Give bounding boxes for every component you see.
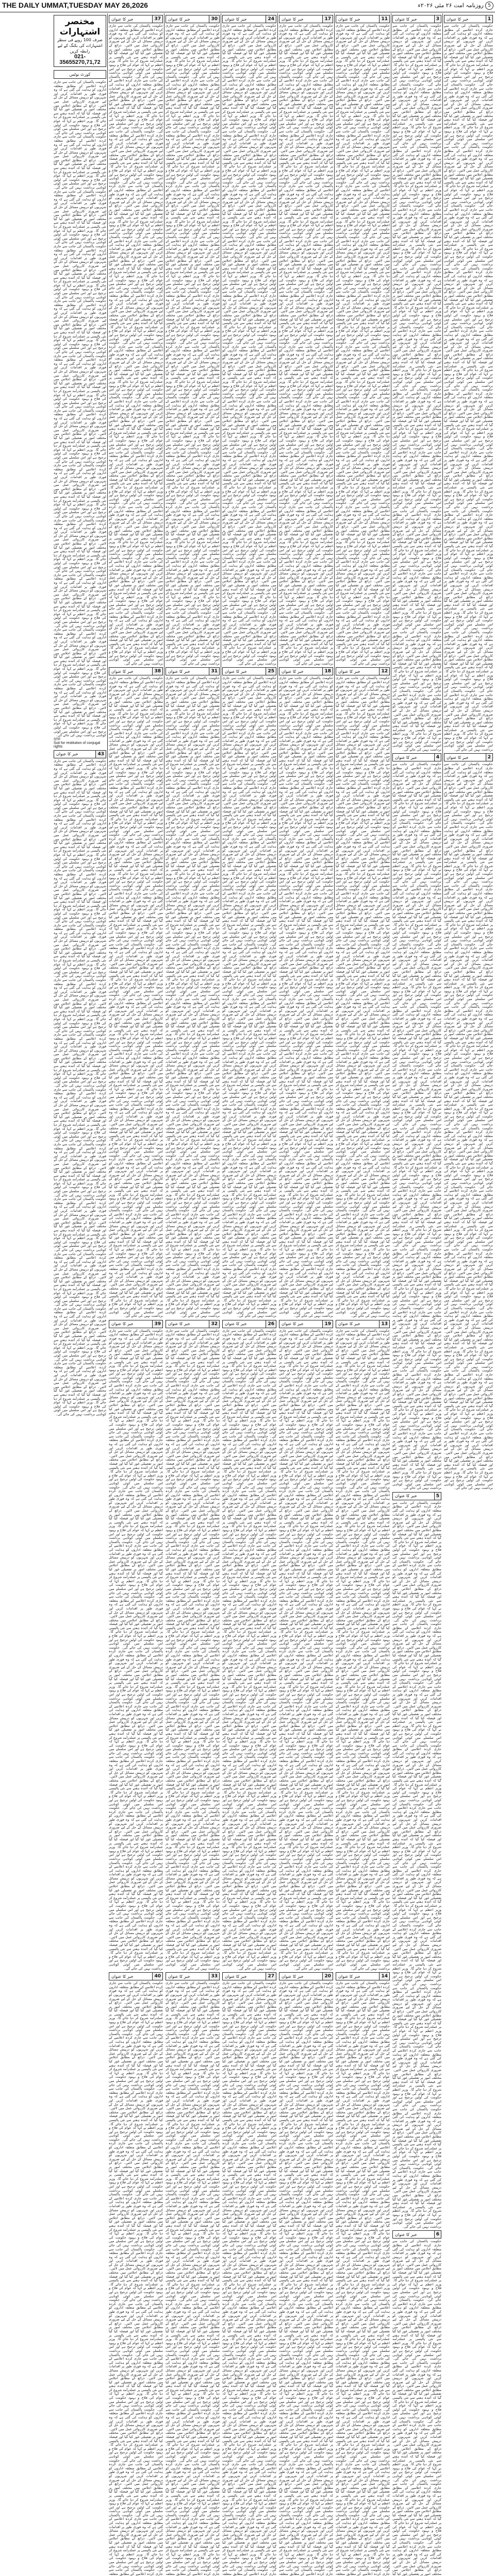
section-header — [109, 667, 163, 675]
ads-rate: صرف 100 روپے فی سطر — [57, 38, 103, 42]
news-column-4 — [277, 13, 334, 2576]
section-header — [222, 667, 276, 675]
article-text: حکومت پاکستان کی جانب سے جاری کردہ اعلامیے کے مطابق متعلقہ اداروں کو ہدایت کی گئی ہے کہ وہ فوری طور پر اقدامات کریں اور شہریوں کو درپیش مسائل کے حل کے لیے ضروری کارروائی عمل میں لائیں۔ ذرائع کے مطابق اجلاس میں مختلف امور پر تفصیلی غور کیا گیا اور فیصلہ کیا گیا کہ آئندہ ہفتے سے نئی پالیسی پر عملدرآمد شروع کر دیا جائے گا۔ وزیر اعظم نے کہا کہ عوام کی فلاح و بہبود حکومت کی اولین ترجیح ہے اور اس سلسلے میں کوئی کوتاہی برداشت نہیں کی جائے گی۔ حکومت پاکستان کی جانب سے جاری کردہ اعلامیے کے مطابق متعلقہ اداروں کو ہدایت کی گئی ہے کہ وہ فوری طور پر اقدامات کریں اور شہریوں کو درپیش مسائل کے حل کے لیے ضروری کارروائی عمل میں لائیں۔ ذرائع کے مطابق اجلاس میں مختلف امور پر تفصیلی غور کیا گیا اور فیصلہ کیا گیا کہ آئندہ ہفتے سے نئی پالیسی پر عملدرآمد شروع کر دیا جائے گا۔ وزیر اعظم نے کہا کہ عوام کی فلاح و بہبود حکومت کی اولین ترجیح ہے اور اس سلسلے میں کوئی کوتاہی برداشت نہیں کی جائے گی۔ حکومت پاکستان کی جانب سے جاری کردہ اعلامیے کے مطابق متعلقہ اداروں کو ہدایت کی گئی ہے کہ وہ فوری طور پر اقدامات کریں اور شہریوں کو درپیش مسائل کے حل کے لیے ضروری کارروائی عمل میں لائیں۔ ذرائع کے مطابق اجلاس میں مختلف امور پر تفصیلی غور کیا گیا اور فیصلہ کیا گیا کہ آئندہ ہفتے سے نئی پالیسی پر عملدرآمد شروع کر دیا جائے گا۔ وزیر اعظم نے کہا کہ عوام کی فلاح و بہبود حکومت کی اولین ترجیح ہے اور اس سلسلے میں کوئی کوتاہی برداشت نہیں کی جائے گی۔ حکومت پاکستان کی جانب سے جاری کردہ اعلامیے کے مطابق متعلقہ اداروں کو ہدایت کی گئی ہے کہ وہ فوری طور پر اقدامات کریں اور شہریوں کو درپیش مسائل کے حل کے لیے ضروری کارروائی عمل میں لائیں۔ ذرائع کے مطابق اجلاس میں مختلف امور پر تفصیلی غور کیا گیا اور فیصلہ کیا گیا کہ آئندہ ہفتے سے نئی پالیسی پر عملدرآمد شروع کر دیا جائے گا۔ وزیر اعظم نے کہا کہ عوام کی فلاح و بہبود حکومت کی اولین ترجیح ہے اور اس سلسلے میں کوئی کوتاہی برداشت نہیں کی جائے گی۔ حکومت پاکستان کی جانب سے جاری کردہ اعلامیے کے مطابق متعلقہ اداروں کو ہدایت کی گئی ہے کہ وہ فوری طور پر اقدامات کریں اور شہریوں کو درپیش مسائل کے حل کے لیے ضروری کارروائی عمل میں لائیں۔ ذرائع کے مطابق اجلاس میں مختلف امور پر تفصیلی غور کیا گیا اور فیصلہ کیا گیا کہ آئندہ ہفتے سے نئی پالیسی پر عملدرآمد شروع کر دیا جائے گا۔ وزیر اعظم نے کہا کہ عوام کی فلاح و بہبود حکومت کی اولین ترجیح ہے اور اس سلسلے میں کوئی کوتاہی برداشت نہیں کی جائے گی۔ حکومت پاکستان کی جانب سے جاری کردہ اعلامیے کے مطابق متعلقہ اداروں کو ہدایت کی گئی ہے کہ وہ فوری طور پر اقدامات کریں اور شہریوں کو درپیش مسائل کے حل کے لیے ضروری کارروائی عمل میں لائیں۔ ذرائع کے مطابق اجلاس میں مختلف امور پر تفصیلی غور کیا گیا اور فیصلہ کیا گیا کہ آئندہ ہفتے سے نئی پالیسی پر عملدرآمد شروع کر دیا جائے گا۔ وزیر اعظم نے کہا کہ عوام کی فلاح و بہبود حکومت کی اولین ترجیح ہے اور اس سلسلے میں کوئی کوتاہی برداشت نہیں کی جائے گی۔ حکومت پاکستان کی جانب سے جاری کردہ اعلامیے کے مطابق متعلقہ اداروں کو ہدایت کی گئی ہے کہ وہ فوری طور پر اقدامات کریں اور شہریوں کو درپیش مسائل کے حل کے لیے ضروری کارروائی عمل میں لائیں۔ ذرائع کے مطابق اجلاس میں مختلف امور پر تفصیلی غور کیا گیا اور فیصلہ کیا گیا کہ آئندہ ہفتے سے نئی پالیسی پر عملدرآمد شروع کر دیا جائے گا۔ وزیر اعظم نے کہا کہ عوام کی فلاح و بہبود حکومت کی اولین ترجیح ہے اور اس سلسلے میں کوئی کوتاہی برداشت نہیں کی جائے گی۔ حکومت پاکستان کی جانب سے جاری کردہ اعلامیے کے مطابق متعلقہ اداروں کو ہدایت کی گئی ہے کہ وہ فوری طور پر اقدامات کریں اور شہریوں کو درپیش مسائل کے حل کے لیے ضروری کارروائی عمل میں لائیں۔ ذرائع کے مطابق اجلاس میں مختلف امور پر تفصیلی غور کیا گیا اور فیصلہ کیا گیا کہ آئندہ ہفتے سے نئی پالیسی پر عملدرآمد شروع کر دیا جائے گا۔ وزیر اعظم نے کہا کہ عوام کی فلاح و بہبود حکومت کی اولین ترجیح ہے اور اس سلسلے میں کوئی کوتاہی برداشت نہیں کی جائے گی۔ حکومت پاکستان کی جانب سے جاری کردہ اعلامیے کے مطابق متعلقہ اداروں کو ہدایت کی گئی ہے کہ وہ فوری طور پر اقدامات کریں اور شہریوں کو درپیش مسائل کے حل کے لیے ضروری کارروائی عمل میں لائیں۔ ذرائع کے مطابق اجلاس میں مختلف امور پر تفصیلی غور کیا گیا اور فیصلہ کیا گیا کہ آئندہ ہفتے سے نئی پالیسی پر عملدرآمد شروع کر دیا جائے گا۔ وزیر اعظم نے کہا کہ عوام کی فلاح و بہبود حکومت کی اولین ترجیح ہے اور اس سلسلے میں کوئی کوتاہی برداشت نہیں کی جائے گی۔ حکومت پاکستان کی جانب سے جاری کردہ اعلامیے کے مطابق متعلقہ اداروں کو ہدایت کی گئی ہے کہ وہ فوری طور پر اقدامات کریں اور شہریوں کو درپیش مسائل کے حل کے لیے ضروری کارروائی عمل میں لائیں۔ ذرائع کے مطابق اجلاس میں مختلف امور پر تفصیلی غور کیا گیا اور فیصلہ کیا گیا کہ آئندہ ہفتے سے نئی پالیسی پر عملدرآمد شروع کر دیا جائے گا۔ وزیر اعظم نے کہا کہ عوام کی فلاح و بہبود حکومت کی اولین ترجیح ہے اور اس سلسلے میں کوئی کوتاہی برداشت نہیں کی جائے گی۔ حکومت پاکستان کی جانب سے جاری کردہ اعلامیے کے مطابق متعلقہ اداروں کو ہدایت کی گئی ہے کہ وہ فوری طور پر اقدامات کریں اور شہریوں کو درپیش مسائل کے حل کے لیے ضروری کارروائی عمل میں لائیں۔ ذرائع کے مطابق اجلاس میں مختلف امور پر تفصیلی غور کیا گیا اور فیصلہ کیا گیا کہ آئندہ ہفتے سے نئی پالیسی پر عملدرآمد شروع کر دیا جائے گا۔ وزیر اعظم نے کہا کہ عوام کی فلاح و بہبود حکومت کی اولین ترجیح ہے اور اس سلسلے میں کوئی کوتاہی برداشت نہیں کی جائے گی۔ حکومت پاکستان کی جانب سے جاری کردہ اعلامیے کے مطابق متعلقہ — [109, 1981, 163, 2576]
news-column-5 — [221, 13, 277, 2576]
section-header — [166, 1320, 220, 1328]
news-column-7 — [107, 13, 164, 2576]
classified-ads-box — [54, 15, 106, 67]
section-title: خبر کا عنوان — [56, 752, 78, 757]
section-title: خبر کا عنوان — [168, 1321, 190, 1327]
section-title: خبر کا عنوان — [225, 16, 247, 22]
section-title: خبر کا عنوان — [282, 1974, 304, 1979]
section-header — [392, 1492, 441, 1500]
section-title: خبر کا عنوان — [395, 2232, 417, 2237]
section-number: 14 — [379, 1973, 389, 1980]
news-column-1 — [442, 13, 494, 1490]
section-header — [392, 753, 441, 761]
section-header — [166, 667, 220, 675]
ad-text: حکومت پاکستان کی جانب سے جاری کردہ اعلامیے کے مطابق متعلقہ اداروں کو ہدایت کی گئی ہے کہ وہ فوری طور پر اقدامات کریں اور شہریوں کو درپیش مسائل کے حل کے لیے ضروری کارروائی عمل میں لائیں۔ ذرائع کے مطابق اجلاس میں مختلف امور پر تفصیلی غور کیا گیا اور فیصلہ کیا گیا کہ آئندہ ہفتے سے نئی پالیسی پر عملدرآمد شروع کر دیا جائے گا۔ وزیر اعظم نے کہا کہ عوام کی فلاح و بہبود حکومت کی اولین ترجیح ہے اور اس سلسلے میں کوئی کوتاہی برداشت نہیں کی جائے گی۔ حکومت پاکستان کی جانب سے جاری کردہ اعلامیے کے مطابق متعلقہ اداروں کو ہدایت کی گئی ہے کہ وہ فوری طور پر اقدامات کریں اور شہریوں کو درپیش مسائل کے حل کے لیے ضروری کارروائی عمل میں لائیں۔ ذرائع کے مطابق اجلاس میں مختلف امور پر تفصیلی غور کیا گیا اور فیصلہ کیا گیا کہ آئندہ ہفتے سے نئی پالیسی پر عملدرآمد شروع کر دیا جائے گا۔ وزیر اعظم نے کہا کہ عوام کی فلاح و بہبود حکومت کی اولین ترجیح ہے اور اس سلسلے میں کوئی کوتاہی برداشت نہیں کی جائے گی۔ حکومت پاکستان کی جانب سے جاری کردہ اعلامیے کے مطابق متعلقہ اداروں کو ہدایت کی گئی ہے کہ وہ فوری طور پر اقدامات کریں اور شہریوں کو درپیش مسائل کے حل کے لیے ضروری کارروائی عمل میں لائیں۔ ذرائع کے مطابق اجلاس میں مختلف امور پر تفصیلی غور کیا گیا اور فیصلہ کیا گیا کہ آئندہ ہفتے سے نئی پالیسی پر عملدرآمد شروع کر دیا جائے گا۔ وزیر اعظم نے کہا کہ عوام کی فلاح و بہبود حکومت کی اولین ترجیح ہے اور اس سلسلے میں کوئی کوتاہی برداشت نہیں کی جائے گی۔ حکومت پاکستان کی جانب سے جاری کردہ اعلامیے کے مطابق متعلقہ اداروں کو ہدایت کی گئی ہے کہ وہ فوری طور پر اقدامات کریں اور شہریوں کو درپیش مسائل کے حل کے لیے ضروری کارروائی عمل میں لائیں۔ ذرائع کے مطابق اجلاس میں مختلف امور پر تفصیلی غور کیا گیا اور فیصلہ کیا گیا کہ آئندہ ہفتے سے نئی پالیسی پر عملدرآمد شروع کر دیا جائے گا۔ وزیر اعظم نے کہا کہ عوام کی فلاح و بہبود حکومت کی اولین ترجیح ہے اور اس سلسلے میں کوئی کوتاہی برداشت نہیں کی جائے گی۔ حکومت پاکستان کی جانب سے جاری کردہ اعلامیے کے مطابق متعلقہ اداروں کو ہدایت کی گئی ہے کہ وہ فوری طور پر اقدامات کریں اور شہریوں کو درپیش مسائل کے حل کے لیے ضروری کارروائی عمل میں لائیں۔ ذرائع کے مطابق اجلاس میں مختلف امور پر تفصیلی غور کیا گیا اور فیصلہ کیا گیا کہ آئندہ ہفتے سے نئی پالیسی پر عملدرآمد شروع کر دیا جائے گا۔ وزیر اعظم نے کہا کہ عوام کی فلاح و بہبود حکومت کی اولین ترجیح ہے اور اس سلسلے میں کوئی کوتاہی برداشت نہیں کی جائے گی۔ حکومت پاکستان کی جانب سے جاری کردہ اعلامیے کے مطابق متعلقہ اداروں کو ہدایت کی گئی ہے کہ وہ فوری طور پر اقدامات کریں اور شہریوں کو درپیش مسائل کے حل کے لیے ضروری کارروائی عمل میں لائیں۔ ذرائع کے مطابق اجلاس میں مختلف امور پر تفصیلی غور کیا گیا اور فیصلہ کیا گیا کہ آئندہ ہفتے سے نئی پالیسی پر عملدرآمد شروع کر دیا جائے گا۔ وزیر اعظم نے کہا کہ عوام کی فلاح و بہبود حکومت کی اولین ترجیح ہے اور اس سلسلے میں کوئی کوتاہی برداشت نہیں کی جائے گی۔ حکومت پاکستان کی جانب سے جاری کردہ اعلامیے کے مطابق متعلقہ اداروں کو ہدایت کی گئی ہے کہ وہ فوری طور پر اقدامات کریں اور شہریوں کو درپیش مسائل کے حل کے لیے ضروری کارروائی عمل میں لائیں۔ ذرائع کے مطابق اجلاس میں مختلف امور پر تفصیلی غور کیا گیا اور فیصلہ کیا گیا کہ آئندہ ہفتے سے نئی پالیسی پر عملدرآمد شروع کر دیا جائے گا۔ وزیر اعظم نے کہا کہ عوام کی فلاح و بہبود حکومت کی اولین ترجیح ہے اور اس سلسلے میں کوئی کوتاہی برداشت نہیں کی جائے گی۔ حکومت پاکستان کی جانب سے جاری کردہ اعلامیے کے مطابق متعلقہ اداروں کو ہدایت کی گئی ہے کہ وہ فوری طور پر اقدامات کریں اور شہریوں کو درپیش مسائل کے حل کے لیے ضروری کارروائی عمل میں لائیں۔ ذرائع کے مطابق اجلاس میں مختلف امور پر تفصیلی غور کیا گیا اور فیصلہ کیا گیا کہ آئندہ ہفتے سے نئی پالیسی پر عملدرآمد شروع کر دیا جائے گا۔ وزیر اعظم نے کہا کہ عوام کی فلاح و بہبود حکومت کی اولین ترجیح ہے اور اس سلسلے میں کوئی کوتاہی برداشت نہیں کی جائے گی۔ حکومت پاکستان کی جانب سے جاری کردہ اعلامیے کے مطابق متعلقہ اداروں کو ہدایت کی گئی ہے کہ وہ فوری طور پر اقدامات کریں اور شہریوں کو درپیش مسائل کے حل کے لیے ضروری کارروائی عمل میں لائیں۔ ذرائع کے مطابق اجلاس میں مختلف امور پر تفصیلی غور کیا گیا اور فیصلہ کیا گیا کہ آئندہ ہفتے سے نئی پالیسی پر عملدرآمد شروع کر دیا جائے گا۔ وزیر اعظم نے کہا کہ عوام کی فلاح و بہبود حکومت کی اولین ترجیح ہے اور اس سلسلے میں کوئی کوتاہی برداشت نہیں کی جائے گی۔ حکومت پاکستان کی جانب سے جاری کردہ اعلامیے کے مطابق متعلقہ اداروں کو ہدایت کی گئی ہے کہ وہ فوری طور پر اقدامات کریں اور شہریوں کو درپیش مسائل کے حل کے لیے ضروری کارروائی عمل میں لائیں۔ ذرائع کے مطابق اجلاس میں مختلف امور پر تفصیلی غور کیا گیا اور فیصلہ کیا گیا کہ آئندہ ہفتے سے نئی پالیسی پر عملدرآمد شروع کر دیا جائے گا۔ وزیر اعظم نے کہا کہ عوام کی فلاح و بہبود حکومت کی اولین ترجیح ہے اور اس سلسلے میں کوئی کوتاہی برداشت نہیں کی جائے گی۔ حکومت پاکستان کی جانب سے جاری کردہ اعلامیے کے مطابق متعلقہ اداروں کو ہدایت کی گئی ہے کہ وہ فوری طور پر اقدامات کریں اور شہریوں کو درپیش مسائل کے حل کے لیے ضروری کارروائی عمل میں لائیں۔ ذرائع کے مطابق اجلاس میں مختلف امور پر تفصیلی غور کیا گیا اور فیصلہ کیا گیا کہ آئندہ ہفتے سے نئی پالیسی پر عملدرآمد شروع کر دیا جائے گا۔ وزیر اعظم نے کہا کہ عوام کی فلاح و بہبود حکومت کی اولین ترجیح ہے اور اس سلسلے میں کوئی کوتاہی برداشت نہیں کی جائے گی۔ حکومت پاکستان کی جانب سے جاری کردہ اعلامیے کے مطابق متعلقہ اداروں کو ہدایت کی گئی ہے کہ وہ فوری طور پر اقدامات کریں اور شہریوں کو درپیش مسائل کے حل کے لیے ضروری کارروائی عمل میں لائیں۔ ذرائع کے مطابق اجلاس میں مختلف امور پر تفصیلی غور کیا گیا اور فیصلہ کیا گیا کہ آئندہ ہفتے سے نئی پالیسی پر عملدرآمد شروع کر دیا جائے گا۔ وزیر اعظم نے کہا کہ عوام کی فلاح و بہبود حکومت کی اولین ترجیح ہے اور اس سلسلے میں کوئی کوتاہی برداشت نہیں کی جائے گی۔ — [54, 80, 106, 738]
article-text: حکومت پاکستان کی جانب سے جاری کردہ اعلامیے کے مطابق متعلقہ اداروں کو ہدایت کی گئی ہے کہ وہ فوری طور پر اقدامات کریں اور شہریوں کو درپیش مسائل کے حل کے لیے ضروری کارروائی عمل میں لائیں۔ ذرائع کے مطابق اجلاس میں مختلف امور پر تفصیلی غور کیا گیا اور فیصلہ کیا گیا کہ آئندہ ہفتے سے نئی پالیسی پر عملدرآمد شروع کر دیا جائے گا۔ وزیر اعظم نے کہا کہ عوام کی فلاح و بہبود حکومت کی اولین ترجیح ہے اور اس سلسلے میں کوئی کوتاہی برداشت نہیں کی جائے گی۔ حکومت پاکستان کی جانب سے جاری کردہ اعلامیے کے مطابق متعلقہ اداروں کو ہدایت کی گئی ہے کہ وہ فوری طور پر اقدامات کریں اور شہریوں کو درپیش مسائل کے حل کے لیے ضروری کارروائی عمل میں لائیں۔ ذرائع کے مطابق اجلاس میں مختلف امور پر تفصیلی غور کیا گیا اور فیصلہ کیا گیا کہ آئندہ ہفتے سے نئی پالیسی پر عملدرآمد شروع کر دیا جائے گا۔ وزیر اعظم نے کہا کہ عوام کی فلاح و بہبود حکومت کی اولین ترجیح ہے اور اس سلسلے میں کوئی کوتاہی برداشت نہیں کی جائے گی۔ حکومت پاکستان کی جانب سے جاری کردہ اعلامیے کے مطابق متعلقہ اداروں کو ہدایت کی گئی ہے کہ وہ فوری طور پر اقدامات کریں اور شہریوں کو درپیش مسائل کے حل کے لیے ضروری کارروائی عمل میں لائیں۔ ذرائع کے مطابق اجلاس میں مختلف امور پر تفصیلی غور کیا گیا اور فیصلہ کیا گیا کہ آئندہ ہفتے سے نئی پالیسی پر عملدرآمد شروع کر دیا جائے گا۔ وزیر اعظم نے کہا کہ عوام کی فلاح و بہبود حکومت کی اولین ترجیح ہے اور اس سلسلے میں کوئی کوتاہی برداشت نہیں کی جائے گی۔ حکومت پاکستان کی جانب سے جاری کردہ اعلامیے کے مطابق متعلقہ اداروں کو ہدایت کی گئی ہے کہ وہ فوری طور پر اقدامات کریں اور شہریوں کو درپیش مسائل کے حل کے لیے ضروری کارروائی عمل میں لائیں۔ ذرائع کے مطابق اجلاس میں مختلف امور پر تفصیلی غور کیا گیا اور فیصلہ کیا گیا کہ آئندہ ہفتے سے نئی پالیسی پر عملدرآمد شروع کر دیا جائے گا۔ وزیر اعظم نے کہا کہ عوام کی فلاح و بہبود حکومت کی اولین ترجیح ہے اور اس سلسلے میں کوئی کوتاہی برداشت نہیں کی جائے گی۔ حکومت پاکستان کی جانب سے جاری کردہ اعلامیے کے مطابق متعلقہ اداروں کو ہدایت کی گئی ہے کہ وہ فوری طور پر اقدامات کریں اور شہریوں کو درپیش مسائل کے حل کے لیے ضروری کارروائی عمل میں لائیں۔ ذرائع کے مطابق اجلاس میں مختلف امور پر تفصیلی غور کیا گیا اور فیصلہ کیا گیا کہ آئندہ ہفتے سے نئی پالیسی پر عملدرآمد شروع کر دیا جائے گا۔ وزیر اعظم نے کہا کہ عوام کی فلاح و بہبود حکومت کی اولین ترجیح ہے اور اس سلسلے میں کوئی کوتاہی برداشت نہیں کی جائے گی۔ حکومت پاکستان کی جانب سے جاری کردہ اعلامیے کے مطابق متعلقہ اداروں کو ہدایت کی گئی ہے کہ وہ فوری طور پر اقدامات کریں اور شہریوں کو درپیش مسائل کے حل کے لیے ضروری کارروائی عمل میں لائیں۔ ذرائع کے مطابق اجلاس میں مختلف امور پر تفصیلی غور کیا گیا اور فیصلہ کیا گیا کہ آئندہ ہفتے سے نئی پالیسی پر عملدرآمد شروع کر دیا جائے گا۔ وزیر اعظم نے کہا کہ عوام کی فلاح و بہبود حکومت کی اولین ترجیح ہے اور اس سلسلے میں کوئی کوتاہی برداشت نہیں کی جائے گی۔ حکومت پاکستان کی جانب سے جاری کردہ اعلامیے کے مطابق متعلقہ اداروں کو ہدایت کی گئی ہے کہ وہ فوری طور پر اقدامات کریں اور شہریوں کو درپیش مسائل کے حل کے لیے ضروری کارروائی عمل میں لائیں۔ ذرائع کے مطابق اجلاس میں مختلف امور پر تفصیلی غور کیا گیا اور فیصلہ کیا گیا کہ آئندہ ہفتے سے نئی پالیسی پر عملدرآمد شروع کر دیا جائے گا۔ وزیر اعظم نے کہا کہ عوام کی فلاح و بہبود حکومت کی اولین ترجیح ہے اور اس سلسلے میں کوئی کوتاہی برداشت نہیں کی جائے گی۔ حکومت پاکستان کی جانب سے جاری کردہ اعلامیے کے مطابق متعلقہ اداروں کو ہدایت کی گئی ہے کہ وہ فوری طور پر اقدامات کریں اور شہریوں کو درپیش مسائل کے حل کے لیے ضروری کارروائی عمل میں لائیں۔ ذرائع کے مطابق اجلاس میں مختلف امور پر تفصیلی غور کیا گیا اور فیصلہ کیا گیا کہ آئندہ ہفتے سے نئی پالیسی پر عملدرآمد شروع کر دیا جائے گا۔ وزیر اعظم نے کہا کہ عوام کی فلاح و بہبود حکومت کی اولین ترجیح ہے اور اس سلسلے میں کوئی کوتاہی برداشت نہیں کی جائے گی۔ حکومت پاکستان کی جانب سے جاری کردہ اعلامیے کے مطابق متعلقہ اداروں کو ہدایت کی گئی ہے کہ وہ فوری طور پر اقدامات کریں اور شہریوں کو درپیش مسائل کے حل کے لیے ضروری کارروائی عمل میں لائیں۔ ذرائع کے مطابق اجلاس میں مختلف امور پر تفصیلی غور کیا گیا اور فیصلہ کیا گیا کہ آئندہ ہفتے سے نئی پالیسی پر عملدرآمد شروع کر دیا جائے گا۔ وزیر اعظم نے کہا کہ عوام کی فلاح و بہبود حکومت کی اولین ترجیح ہے اور اس سلسلے میں کوئی کوتاہی برداشت نہیں کی جائے گی۔ حکومت پاکستان کی جانب سے جاری کردہ اعلامیے کے مطابق متعلقہ اداروں کو ہدایت کی گئی ہے کہ وہ فوری طور پر اقدامات کریں اور شہریوں کو درپیش مسائل کے حل کے لیے ضروری کارروائی عمل میں لائیں۔ ذرائع کے مطابق اجلاس میں مختلف امور پر تفصیلی غور کیا گیا اور فیصلہ کیا گیا کہ آئندہ ہفتے سے نئی پالیسی پر عملدرآمد شروع کر دیا جائے گا۔ وزیر اعظم نے کہا کہ عوام کی فلاح و بہبود حکومت کی اولین ترجیح ہے اور اس سلسلے میں کوئی کوتاہی برداشت نہیں کی جائے گی۔ حکومت پاکستان کی جانب سے جاری کردہ اعلامیے کے مطابق متعلقہ اداروں کو ہدایت کی گئی ہے کہ وہ فوری طور پر اقدامات کریں اور شہریوں کو درپیش مسائل کے حل کے لیے ضروری کارروائی عمل میں لائیں۔ ذرائع کے مطابق اجلاس میں مختلف امور پر تفصیلی غور کیا گیا اور فیصلہ کیا گیا کہ آئندہ ہفتے سے نئی پالیسی پر عملدرآمد شروع کر دیا جائے گا۔ وزیر اعظم نے کہا کہ عوام کی فلاح و بہبود حکومت کی اولین ترجیح ہے اور اس سلسلے میں کوئی کوتاہی برداشت نہیں کی جائے گی۔ حکومت پاکستان کی جانب سے جاری کردہ اعلامیے کے مطابق متعلقہ اداروں کو ہدایت کی گئی ہے کہ وہ فوری طور پر اقدامات کریں اور شہریوں کو درپیش مسائل کے حل کے لیے ضروری کارروائی عمل میں لائیں۔ ذرائع کے مطابق اجلاس میں مختلف امور پر تفصیلی غور کیا گیا اور فیصلہ کیا گیا کہ آئندہ ہفتے سے نئی پالیسی پر عملدرآمد شروع کر دیا جائے گا۔ وزیر اعظم نے کہا کہ عوام کی فلاح و بہبود حکومت کی اولین ترجیح ہے اور اس سلسلے میں کوئی کوتاہی برداشت نہیں کی جائے گی۔ — [54, 758, 106, 1416]
section-header — [279, 15, 333, 23]
section-number: 2 — [486, 754, 492, 761]
news-column-6 — [164, 13, 221, 2576]
news-column-3 — [334, 13, 391, 2576]
section-number: 13 — [379, 1320, 389, 1328]
section-header — [166, 15, 220, 23]
article-text: حکومت پاکستان کی جانب سے جاری کردہ اعلامیے کے مطابق متعلقہ اداروں کو ہدایت کی گئی ہے کہ وہ فوری طور پر اقدامات کریں اور شہریوں کو درپیش مسائل کے حل کے لیے ضروری کارروائی عمل میں لائیں۔ ذرائع کے مطابق اجلاس میں مختلف امور پر تفصیلی غور کیا گیا اور فیصلہ کیا گیا کہ آئندہ ہفتے سے نئی پالیسی پر عملدرآمد شروع کر دیا جائے گا۔ وزیر اعظم نے کہا کہ عوام کی فلاح و بہبود حکومت کی اولین ترجیح ہے اور اس سلسلے میں کوئی کوتاہی برداشت نہیں کی جائے گی۔ حکومت پاکستان کی جانب سے جاری کردہ اعلامیے کے مطابق متعلقہ اداروں کو ہدایت کی گئی ہے کہ وہ فوری طور پر اقدامات کریں اور شہریوں کو درپیش مسائل کے حل کے لیے ضروری کارروائی عمل میں لائیں۔ ذرائع کے مطابق اجلاس میں مختلف امور پر تفصیلی غور کیا گیا اور فیصلہ کیا گیا کہ آئندہ ہفتے سے نئی پالیسی پر عملدرآمد شروع کر دیا جائے گا۔ وزیر اعظم نے کہا کہ عوام کی فلاح و بہبود حکومت کی اولین ترجیح ہے اور اس سلسلے میں کوئی کوتاہی برداشت نہیں کی جائے گی۔ حکومت پاکستان کی جانب سے جاری کردہ اعلامیے کے مطابق متعلقہ اداروں کو ہدایت کی گئی ہے کہ وہ فوری طور پر اقدامات کریں اور شہریوں کو درپیش مسائل کے حل کے لیے ضروری کارروائی عمل میں لائیں۔ ذرائع کے مطابق اجلاس میں مختلف امور پر تفصیلی غور کیا گیا اور فیصلہ کیا گیا کہ آئندہ ہفتے سے نئی پالیسی پر عملدرآمد شروع کر دیا جائے گا۔ وزیر اعظم نے کہا کہ عوام کی فلاح و بہبود حکومت کی اولین ترجیح ہے اور اس سلسلے میں کوئی کوتاہی برداشت نہیں کی جائے گی۔ حکومت پاکستان کی جانب سے جاری کردہ اعلامیے کے مطابق متعلقہ اداروں کو ہدایت کی گئی ہے کہ وہ فوری طور پر اقدامات کریں اور شہریوں کو درپیش مسائل کے حل کے لیے ضروری کارروائی عمل میں لائیں۔ ذرائع کے مطابق اجلاس میں مختلف امور پر تفصیلی غور کیا گیا اور فیصلہ کیا گیا کہ آئندہ ہفتے سے نئی پالیسی پر عملدرآمد شروع کر دیا جائے گا۔ وزیر اعظم نے کہا کہ عوام کی فلاح و بہبود حکومت کی اولین ترجیح ہے اور اس سلسلے میں کوئی کوتاہی برداشت نہیں کی جائے گی۔ حکومت پاکستان کی جانب سے جاری کردہ اعلامیے کے مطابق متعلقہ اداروں کو ہدایت کی گئی ہے کہ وہ فوری طور پر اقدامات کریں اور شہریوں کو درپیش مسائل کے حل کے لیے ضروری کارروائی عمل میں لائیں۔ ذرائع کے مطابق اجلاس میں مختلف امور پر تفصیلی غور کیا گیا اور فیصلہ کیا گیا کہ آئندہ ہفتے سے نئی پالیسی پر عملدرآمد شروع کر دیا جائے گا۔ وزیر اعظم نے کہا کہ عوام کی فلاح و بہبود حکومت کی اولین ترجیح ہے اور اس سلسلے میں کوئی کوتاہی برداشت نہیں کی جائے گی۔ حکومت پاکستان کی جانب سے جاری کردہ اعلامیے کے مطابق متعلقہ اداروں کو ہدایت کی گئی ہے کہ وہ فوری طور پر اقدامات کریں اور شہریوں کو درپیش مسائل کے حل کے لیے ضروری کارروائی عمل میں لائیں۔ ذرائع کے مطابق اجلاس میں مختلف امور پر تفصیلی غور کیا گیا اور فیصلہ کیا گیا کہ آئندہ ہفتے سے نئی پالیسی پر عملدرآمد شروع کر دیا جائے گا۔ وزیر اعظم نے کہا کہ عوام کی فلاح و بہبود حکومت کی اولین ترجیح ہے اور اس سلسلے میں کوئی کوتاہی برداشت نہیں کی جائے گی۔ حکومت پاکستان کی جانب سے جاری کردہ اعلامیے کے مطابق متعلقہ اداروں کو ہدایت کی گئی ہے کہ وہ فوری طور پر اقدامات کریں اور شہریوں کو درپیش مسائل کے حل کے لیے ضروری کارروائی عمل میں لائیں۔ ذرائع کے مطابق اجلاس میں مختلف امور پر تفصیلی غور کیا گیا اور فیصلہ کیا گیا کہ آئندہ ہفتے سے نئی پالیسی پر عملدرآمد شروع کر دیا جائے گا۔ وزیر اعظم نے کہا کہ عوام کی فلاح و بہبود حکومت کی اولین ترجیح ہے اور اس سلسلے میں کوئی کوتاہی برداشت نہیں کی جائے گی۔ حکومت پاکستان کی جانب سے جاری کردہ اعلامیے کے مطابق متعلقہ اداروں کو ہدایت کی گئی ہے کہ وہ فوری طور پر اقدامات کریں اور شہریوں کو درپیش مسائل کے حل کے لیے ضروری کارروائی عمل میں لائیں۔ ذرائع کے مطابق اجلاس میں مختلف امور پر تفصیلی غور کیا گیا اور فیصلہ کیا گیا کہ آئندہ ہفتے سے نئی پالیسی پر عملدرآمد شروع کر دیا جائے گا۔ وزیر اعظم نے کہا کہ عوام کی فلاح و بہبود حکومت کی اولین ترجیح ہے اور اس سلسلے میں کوئی کوتاہی برداشت نہیں کی جائے گی۔ حکومت پاکستان کی جانب سے جاری کردہ اعلامیے کے مطابق متعلقہ اداروں کو ہدایت کی گئی ہے کہ وہ فوری طور پر اقدامات کریں اور شہریوں کو درپیش مسائل کے حل کے لیے ضروری کارروائی عمل میں لائیں۔ ذرائع کے مطابق اجلاس میں مختلف امور پر تفصیلی غور کیا گیا اور فیصلہ کیا گیا کہ آئندہ ہفتے سے نئی پالیسی پر عملدرآمد شروع کر دیا جائے گا۔ وزیر اعظم نے کہا کہ عوام کی فلاح و بہبود حکومت کی اولین ترجیح ہے اور اس سلسلے میں کوئی کوتاہی برداشت نہیں کی جائے گی۔ حکومت پاکستان کی جانب سے جاری کردہ اعلامیے کے مطابق متعلقہ اداروں کو ہدایت کی گئی ہے کہ وہ فوری طور پر اقدامات کریں اور شہریوں کو درپیش مسائل کے حل کے لیے ضروری کارروائی عمل میں لائیں۔ ذرائع کے مطابق اجلاس میں مختلف امور پر تفصیلی غور کیا گیا اور فیصلہ کیا گیا کہ آئندہ ہفتے سے نئی پالیسی پر عملدرآمد شروع کر دیا جائے گا۔ وزیر اعظم نے کہا کہ عوام کی فلاح و بہبود حکومت کی اولین ترجیح ہے اور اس سلسلے میں کوئی کوتاہی برداشت نہیں کی جائے گی۔ حکومت پاکستان کی جانب سے جاری کردہ اعلامیے کے مطابق متعلقہ اداروں کو ہدایت کی گئی ہے کہ وہ فوری طور پر اقدامات کریں اور شہریوں کو درپیش مسائل کے حل کے لیے ضروری کارروائی عمل میں لائیں۔ ذرائع کے مطابق اجلاس میں مختلف امور پر تفصیلی غور کیا گیا اور فیصلہ کیا گیا کہ آئندہ ہفتے سے نئی پالیسی پر عملدرآمد شروع کر دیا جائے گا۔ وزیر اعظم نے کہا کہ عوام کی فلاح و بہبود حکومت کی اولین ترجیح ہے اور اس سلسلے میں کوئی کوتاہی برداشت نہیں کی جائے گی۔ حکومت پاکستان کی جانب سے جاری کردہ اعلامیے کے مطابق متعلقہ اداروں کو ہدایت کی گئی ہے کہ وہ فوری طور پر اقدامات کریں اور شہریوں کو درپیش مسائل کے حل کے لیے ضروری کارروائی عمل میں لائیں۔ ذرائع کے مطابق اجلاس میں مختلف امور پر تفصیلی غور کیا گیا اور فیصلہ کیا گیا کہ آئندہ ہفتے سے نئی پالیسی پر عملدرآمد شروع کر دیا جائے گا۔ وزیر اعظم نے کہا کہ عوام کی فلاح و بہبود حکومت کی اولین ترجیح ہے اور اس سلسلے میں کوئی کوتاہی برداشت نہیں کی جائے گی۔ — [222, 676, 276, 1318]
article-text: حکومت پاکستان کی جانب سے جاری کردہ اعلامیے کے مطابق متعلقہ اداروں کو ہدایت کی گئی ہے کہ وہ فوری طور پر اقدامات کریں اور شہریوں کو درپیش مسائل کے حل کے لیے ضروری کارروائی عمل میں لائیں۔ ذرائع کے مطابق اجلاس میں مختلف امور پر تفصیلی غور کیا گیا اور فیصلہ کیا گیا کہ آئندہ ہفتے سے نئی پالیسی پر عملدرآمد شروع کر دیا جائے گا۔ وزیر اعظم نے کہا کہ عوام کی فلاح و بہبود حکومت کی اولین ترجیح ہے اور اس سلسلے میں کوئی کوتاہی برداشت نہیں کی جائے گی۔ حکومت پاکستان کی جانب سے جاری کردہ اعلامیے کے مطابق متعلقہ اداروں کو ہدایت کی گئی ہے کہ وہ فوری طور پر اقدامات کریں اور شہریوں کو درپیش مسائل کے حل کے لیے ضروری کارروائی عمل میں لائیں۔ ذرائع کے مطابق اجلاس میں مختلف امور پر تفصیلی غور کیا گیا اور فیصلہ کیا گیا کہ آئندہ ہفتے سے نئی پالیسی پر عملدرآمد شروع کر دیا جائے گا۔ وزیر اعظم نے کہا کہ عوام کی فلاح و بہبود حکومت کی اولین ترجیح ہے اور اس سلسلے میں کوئی کوتاہی برداشت نہیں کی جائے گی۔ حکومت پاکستان کی جانب سے جاری کردہ اعلامیے کے مطابق متعلقہ اداروں کو ہدایت کی گئی ہے کہ وہ فوری طور پر اقدامات کریں اور شہریوں کو درپیش مسائل کے حل کے لیے ضروری کارروائی عمل میں لائیں۔ ذرائع کے مطابق اجلاس میں مختلف امور پر تفصیلی غور کیا گیا اور فیصلہ کیا گیا کہ آئندہ ہفتے سے نئی پالیسی پر عملدرآمد شروع کر دیا جائے گا۔ وزیر اعظم نے کہا کہ عوام کی فلاح و بہبود حکومت کی اولین ترجیح ہے اور اس سلسلے میں کوئی کوتاہی برداشت نہیں کی جائے گی۔ حکومت پاکستان کی جانب سے جاری کردہ اعلامیے کے مطابق متعلقہ اداروں کو ہدایت کی گئی ہے کہ وہ فوری طور پر اقدامات کریں اور شہریوں کو درپیش مسائل کے حل کے لیے ضروری کارروائی عمل میں لائیں۔ ذرائع کے مطابق اجلاس میں مختلف امور پر تفصیلی غور کیا گیا اور فیصلہ کیا گیا کہ آئندہ ہفتے سے نئی پالیسی پر عملدرآمد شروع کر دیا جائے گا۔ وزیر اعظم نے کہا کہ عوام کی فلاح و بہبود حکومت کی اولین ترجیح ہے اور اس سلسلے میں کوئی کوتاہی برداشت نہیں کی جائے گی۔ حکومت پاکستان کی جانب سے جاری کردہ اعلامیے کے مطابق متعلقہ اداروں کو ہدایت کی گئی ہے کہ وہ فوری طور پر اقدامات کریں اور شہریوں کو درپیش مسائل کے حل کے لیے ضروری کارروائی عمل میں لائیں۔ ذرائع کے مطابق اجلاس میں مختلف امور پر تفصیلی غور کیا گیا اور فیصلہ کیا گیا کہ آئندہ ہفتے سے نئی پالیسی پر عملدرآمد شروع کر دیا جائے گا۔ وزیر اعظم نے کہا کہ عوام کی فلاح و بہبود حکومت کی اولین ترجیح ہے اور اس سلسلے میں کوئی کوتاہی برداشت نہیں کی جائے گی۔ حکومت پاکستان کی جانب سے جاری کردہ اعلامیے کے مطابق متعلقہ اداروں کو ہدایت کی گئی ہے کہ وہ فوری طور پر اقدامات کریں اور شہریوں کو درپیش مسائل کے حل کے لیے ضروری کارروائی عمل میں لائیں۔ ذرائع کے مطابق اجلاس میں مختلف امور پر تفصیلی غور کیا گیا اور فیصلہ کیا گیا کہ آئندہ ہفتے سے نئی پالیسی پر عملدرآمد شروع کر دیا جائے گا۔ وزیر اعظم نے کہا کہ عوام کی فلاح و بہبود حکومت کی اولین ترجیح ہے اور اس سلسلے میں کوئی کوتاہی برداشت نہیں کی جائے گی۔ حکومت پاکستان کی جانب سے جاری کردہ اعلامیے کے مطابق متعلقہ اداروں کو ہدایت کی گئی ہے کہ وہ فوری طور پر اقدامات کریں اور شہریوں کو درپیش مسائل کے حل کے لیے ضروری کارروائی عمل میں لائیں۔ ذرائع کے مطابق اجلاس میں مختلف امور پر تفصیلی غور کیا گیا اور فیصلہ کیا گیا کہ آئندہ ہفتے سے نئی پالیسی پر عملدرآمد شروع کر دیا جائے گا۔ وزیر اعظم نے کہا کہ عوام کی فلاح و بہبود حکومت کی اولین ترجیح ہے اور اس سلسلے میں کوئی کوتاہی برداشت نہیں کی جائے گی۔ حکومت پاکستان کی جانب سے جاری کردہ اعلامیے کے مطابق متعلقہ اداروں کو ہدایت کی گئی ہے کہ وہ فوری طور پر اقدامات کریں اور شہریوں کو درپیش مسائل کے حل کے لیے ضروری کارروائی عمل میں لائیں۔ ذرائع کے مطابق اجلاس میں مختلف امور پر تفصیلی غور کیا گیا اور فیصلہ کیا گیا کہ آئندہ ہفتے سے نئی پالیسی پر عملدرآمد شروع کر دیا جائے گا۔ وزیر اعظم نے کہا کہ عوام کی فلاح و بہبود حکومت کی اولین ترجیح ہے اور اس سلسلے میں کوئی کوتاہی برداشت نہیں کی جائے گی۔ حکومت پاکستان کی جانب سے جاری کردہ اعلامیے کے مطابق متعلقہ اداروں کو ہدایت کی گئی ہے کہ وہ فوری طور پر اقدامات کریں اور شہریوں کو درپیش مسائل کے حل کے لیے ضروری کارروائی عمل میں لائیں۔ ذرائع کے مطابق اجلاس میں مختلف امور پر تفصیلی غور کیا گیا اور فیصلہ کیا گیا کہ آئندہ ہفتے سے نئی پالیسی پر عملدرآمد شروع کر دیا جائے گا۔ وزیر اعظم نے کہا کہ عوام کی فلاح و بہبود حکومت کی اولین ترجیح ہے اور اس سلسلے میں کوئی کوتاہی برداشت نہیں کی جائے گی۔ حکومت پاکستان کی جانب سے جاری کردہ اعلامیے کے مطابق متعلقہ اداروں کو ہدایت کی گئی ہے کہ وہ فوری طور پر اقدامات کریں اور شہریوں کو درپیش مسائل کے حل کے لیے ضروری کارروائی عمل میں لائیں۔ ذرائع کے مطابق اجلاس میں مختلف امور پر تفصیلی غور کیا گیا اور فیصلہ کیا گیا کہ آئندہ ہفتے سے نئی پالیسی پر عملدرآمد شروع کر دیا جائے گا۔ وزیر اعظم نے کہا کہ عوام کی فلاح و بہبود حکومت کی اولین ترجیح ہے اور اس سلسلے میں کوئی کوتاہی برداشت نہیں کی جائے گی۔ حکومت پاکستان کی جانب سے جاری کردہ اعلامیے کے مطابق متعلقہ اداروں کو ہدایت کی گئی ہے کہ وہ فوری طور پر اقدامات کریں اور شہریوں کو درپیش مسائل کے حل کے لیے ضروری کارروائی عمل میں لائیں۔ ذرائع کے مطابق اجلاس میں مختلف امور پر تفصیلی غور کیا گیا اور فیصلہ کیا گیا کہ آئندہ ہفتے سے نئی پالیسی پر عملدرآمد شروع کر دیا جائے گا۔ وزیر اعظم نے کہا کہ عوام کی فلاح و بہبود حکومت کی اولین ترجیح ہے اور اس سلسلے میں کوئی کوتاہی برداشت نہیں کی جائے گی۔ حکومت پاکستان کی جانب سے جاری کردہ اعلامیے کے مطابق متعلقہ اداروں کو ہدایت کی گئی ہے کہ وہ فوری طور پر اقدامات کریں اور شہریوں کو درپیش مسائل کے حل کے لیے ضروری کارروائی عمل میں لائیں۔ ذرائع کے مطابق اجلاس میں مختلف امور پر تفصیلی غور کیا گیا اور فیصلہ کیا گیا کہ آئندہ ہفتے سے نئی پالیسی پر عملدرآمد شروع کر دیا جائے گا۔ وزیر اعظم نے کہا کہ عوام کی فلاح و بہبود حکومت کی اولین ترجیح ہے اور اس سلسلے میں کوئی کوتاہی برداشت نہیں کی جائے گی۔ — [109, 24, 163, 666]
article-text: حکومت پاکستان کی جانب سے جاری کردہ اعلامیے کے مطابق متعلقہ اداروں کو ہدایت کی گئی ہے کہ وہ فوری طور پر اقدامات کریں اور شہریوں کو درپیش مسائل کے حل کے لیے ضروری کارروائی عمل میں لائیں۔ ذرائع کے مطابق اجلاس میں مختلف امور پر تفصیلی غور کیا گیا اور فیصلہ کیا گیا کہ آئندہ ہفتے سے نئی پالیسی پر عملدرآمد شروع کر دیا جائے گا۔ وزیر اعظم نے کہا کہ عوام کی فلاح و بہبود حکومت کی اولین ترجیح ہے اور اس سلسلے میں کوئی کوتاہی برداشت نہیں کی جائے گی۔ حکومت پاکستان کی جانب سے جاری کردہ اعلامیے کے مطابق متعلقہ اداروں کو ہدایت کی گئی ہے کہ وہ فوری طور پر اقدامات کریں اور شہریوں کو درپیش مسائل کے حل کے لیے ضروری کارروائی عمل میں لائیں۔ ذرائع کے مطابق اجلاس میں مختلف امور پر تفصیلی غور کیا گیا اور فیصلہ کیا گیا کہ آئندہ ہفتے سے نئی پالیسی پر عملدرآمد شروع کر دیا جائے گا۔ وزیر اعظم نے کہا کہ عوام کی فلاح و بہبود حکومت کی اولین ترجیح ہے اور اس سلسلے میں کوئی کوتاہی برداشت نہیں کی جائے گی۔ حکومت پاکستان کی جانب سے جاری کردہ اعلامیے کے مطابق متعلقہ اداروں کو ہدایت کی گئی ہے کہ وہ فوری طور پر اقدامات کریں اور شہریوں کو درپیش مسائل کے حل کے لیے ضروری کارروائی عمل میں لائیں۔ ذرائع کے مطابق اجلاس میں مختلف امور پر تفصیلی غور کیا گیا اور فیصلہ کیا گیا کہ آئندہ ہفتے سے نئی پالیسی پر عملدرآمد شروع کر دیا جائے گا۔ وزیر اعظم نے کہا کہ عوام کی فلاح و بہبود حکومت کی اولین ترجیح ہے اور اس سلسلے میں کوئی کوتاہی برداشت نہیں کی جائے گی۔ حکومت پاکستان کی جانب سے جاری کردہ اعلامیے کے مطابق متعلقہ اداروں کو ہدایت کی گئی ہے کہ وہ فوری طور پر اقدامات کریں اور شہریوں کو درپیش مسائل کے حل کے لیے ضروری کارروائی عمل میں لائیں۔ ذرائع کے مطابق اجلاس میں مختلف امور پر تفصیلی غور کیا گیا اور فیصلہ کیا گیا کہ آئندہ ہفتے سے نئی پالیسی پر عملدرآمد شروع کر دیا جائے گا۔ وزیر اعظم نے کہا کہ عوام کی فلاح و بہبود حکومت کی اولین ترجیح ہے اور اس سلسلے میں کوئی کوتاہی برداشت نہیں کی جائے گی۔ حکومت پاکستان کی جانب سے جاری کردہ اعلامیے کے مطابق متعلقہ اداروں کو ہدایت کی گئی ہے کہ وہ فوری طور پر اقدامات کریں اور شہریوں کو درپیش مسائل کے حل کے لیے ضروری کارروائی عمل میں لائیں۔ ذرائع کے مطابق اجلاس میں مختلف امور پر تفصیلی غور کیا گیا اور فیصلہ کیا گیا کہ آئندہ ہفتے سے نئی پالیسی پر عملدرآمد شروع کر دیا جائے گا۔ وزیر اعظم نے کہا کہ عوام کی فلاح و بہبود حکومت کی اولین ترجیح ہے اور اس سلسلے میں کوئی کوتاہی برداشت نہیں کی جائے گی۔ حکومت پاکستان کی جانب سے جاری کردہ اعلامیے کے مطابق متعلقہ اداروں کو ہدایت کی گئی ہے کہ وہ فوری طور پر اقدامات کریں اور شہریوں کو درپیش مسائل کے حل کے لیے ضروری کارروائی عمل میں لائیں۔ ذرائع کے مطابق اجلاس میں مختلف امور پر تفصیلی غور کیا گیا اور فیصلہ کیا گیا کہ آئندہ ہفتے سے نئی پالیسی پر عملدرآمد شروع کر دیا جائے گا۔ وزیر اعظم نے کہا کہ عوام کی فلاح و بہبود حکومت کی اولین ترجیح ہے اور اس سلسلے میں کوئی کوتاہی برداشت نہیں کی جائے گی۔ حکومت پاکستان کی جانب سے جاری کردہ اعلامیے کے مطابق متعلقہ اداروں کو ہدایت کی گئی ہے کہ وہ فوری طور پر اقدامات کریں اور شہریوں کو درپیش مسائل کے حل کے لیے ضروری کارروائی عمل میں لائیں۔ ذرائع کے مطابق اجلاس میں مختلف امور پر تفصیلی غور کیا گیا اور فیصلہ کیا گیا کہ آئندہ ہفتے سے نئی پالیسی پر عملدرآمد شروع کر دیا جائے گا۔ وزیر اعظم نے کہا کہ عوام کی فلاح و بہبود حکومت کی اولین ترجیح ہے اور اس سلسلے میں کوئی کوتاہی برداشت نہیں کی جائے گی۔ حکومت پاکستان کی جانب سے جاری کردہ اعلامیے کے مطابق متعلقہ اداروں کو ہدایت کی گئی ہے کہ وہ فوری طور پر اقدامات کریں اور شہریوں کو درپیش مسائل کے حل کے لیے ضروری کارروائی عمل میں لائیں۔ ذرائع کے مطابق اجلاس میں مختلف امور پر تفصیلی غور کیا گیا اور فیصلہ کیا گیا کہ آئندہ ہفتے سے نئی پالیسی پر عملدرآمد شروع کر دیا جائے گا۔ وزیر اعظم نے کہا کہ عوام کی فلاح و بہبود حکومت کی اولین ترجیح ہے اور اس سلسلے میں کوئی کوتاہی برداشت نہیں کی جائے گی۔ حکومت پاکستان کی جانب سے جاری کردہ اعلامیے کے مطابق متعلقہ اداروں کو ہدایت کی گئی ہے کہ وہ فوری طور پر اقدامات کریں اور شہریوں کو درپیش مسائل کے حل کے لیے ضروری کارروائی عمل میں لائیں۔ ذرائع کے مطابق اجلاس میں مختلف امور پر تفصیلی غور کیا گیا اور فیصلہ کیا گیا کہ آئندہ ہفتے سے نئی پالیسی پر عملدرآمد شروع کر دیا جائے گا۔ وزیر اعظم نے کہا کہ عوام کی فلاح و بہبود حکومت کی اولین ترجیح ہے اور اس سلسلے میں کوئی کوتاہی برداشت نہیں کی جائے گی۔ حکومت پاکستان کی جانب سے جاری کردہ اعلامیے کے مطابق متعلقہ اداروں کو ہدایت کی گئی ہے کہ وہ فوری طور پر اقدامات کریں اور شہریوں کو درپیش مسائل کے حل کے لیے ضروری کارروائی عمل میں لائیں۔ ذرائع کے مطابق اجلاس میں مختلف امور پر تفصیلی غور کیا گیا اور فیصلہ کیا گیا کہ آئندہ ہفتے سے نئی پالیسی پر عملدرآمد شروع کر دیا جائے گا۔ وزیر اعظم نے کہا کہ عوام کی فلاح و بہبود حکومت کی اولین ترجیح ہے اور اس سلسلے میں کوئی کوتاہی برداشت نہیں کی جائے گی۔ حکومت پاکستان کی جانب سے جاری کردہ اعلامیے کے مطابق متعلقہ اداروں کو ہدایت کی گئی ہے کہ وہ فوری طور پر اقدامات کریں اور شہریوں کو درپیش مسائل کے حل کے لیے ضروری کارروائی عمل میں لائیں۔ ذرائع کے مطابق اجلاس میں مختلف امور پر تفصیلی غور کیا گیا اور فیصلہ کیا گیا کہ آئندہ ہفتے سے نئی پالیسی پر عملدرآمد شروع کر دیا جائے گا۔ وزیر اعظم نے کہا کہ عوام کی فلاح و بہبود حکومت کی اولین ترجیح ہے اور اس سلسلے میں کوئی کوتاہی برداشت نہیں کی جائے گی۔ حکومت پاکستان کی جانب سے جاری کردہ اعلامیے کے مطابق متعلقہ — [222, 1981, 276, 2576]
section-title: خبر کا عنوان — [168, 16, 190, 22]
section-title: خبر کا عنوان — [395, 16, 417, 22]
section-header — [109, 15, 163, 23]
section-header — [392, 15, 441, 23]
section-title: خبر کا عنوان — [282, 16, 304, 22]
section-number: 40 — [152, 1973, 162, 1980]
section-header — [109, 1320, 163, 1328]
section-title: خبر کا عنوان — [282, 669, 304, 674]
section-title: خبر کا عنوان — [111, 669, 134, 674]
article-text: حکومت پاکستان کی جانب سے جاری کردہ اعلامیے کے مطابق متعلقہ اداروں کو ہدایت کی گئی ہے کہ وہ فوری طور پر اقدامات کریں اور شہریوں کو درپیش مسائل کے حل کے لیے ضروری کارروائی عمل میں لائیں۔ ذرائع کے مطابق اجلاس میں مختلف امور پر تفصیلی غور کیا گیا اور فیصلہ کیا گیا کہ آئندہ ہفتے سے نئی پالیسی پر عملدرآمد شروع کر دیا جائے گا۔ وزیر اعظم نے کہا کہ عوام کی فلاح و بہبود حکومت کی اولین ترجیح ہے اور اس سلسلے میں کوئی کوتاہی برداشت نہیں کی جائے گی۔ حکومت پاکستان کی جانب سے جاری کردہ اعلامیے کے مطابق متعلقہ اداروں کو ہدایت کی گئی ہے کہ وہ فوری طور پر اقدامات کریں اور شہریوں کو درپیش مسائل کے حل کے لیے ضروری کارروائی عمل میں لائیں۔ ذرائع کے مطابق اجلاس میں مختلف امور پر تفصیلی غور کیا گیا اور فیصلہ کیا گیا کہ آئندہ ہفتے سے نئی پالیسی پر عملدرآمد شروع کر دیا جائے گا۔ وزیر اعظم نے کہا کہ عوام کی فلاح و بہبود حکومت کی اولین ترجیح ہے اور اس سلسلے میں کوئی کوتاہی برداشت نہیں کی جائے گی۔ حکومت پاکستان کی جانب سے جاری کردہ اعلامیے کے مطابق متعلقہ اداروں کو ہدایت کی گئی ہے کہ وہ فوری طور پر اقدامات کریں اور شہریوں کو درپیش مسائل کے حل کے لیے ضروری کارروائی عمل میں لائیں۔ ذرائع کے مطابق اجلاس میں مختلف امور پر تفصیلی غور کیا گیا اور فیصلہ کیا گیا کہ آئندہ ہفتے سے نئی پالیسی پر عملدرآمد شروع کر دیا جائے گا۔ وزیر اعظم نے کہا کہ عوام کی فلاح و بہبود حکومت کی اولین ترجیح ہے اور اس سلسلے میں کوئی کوتاہی برداشت نہیں کی جائے گی۔ حکومت پاکستان کی جانب سے جاری کردہ اعلامیے کے مطابق متعلقہ اداروں کو ہدایت کی گئی ہے کہ وہ فوری طور پر اقدامات کریں اور شہریوں کو درپیش مسائل کے حل کے لیے ضروری کارروائی عمل میں لائیں۔ ذرائع کے مطابق اجلاس میں مختلف امور پر تفصیلی غور کیا گیا اور فیصلہ کیا گیا کہ آئندہ ہفتے سے نئی پالیسی پر عملدرآمد شروع کر دیا جائے گا۔ وزیر اعظم نے کہا کہ عوام کی فلاح و بہبود حکومت کی اولین ترجیح ہے اور اس سلسلے میں کوئی کوتاہی برداشت نہیں کی جائے گی۔ حکومت پاکستان کی جانب سے جاری کردہ اعلامیے کے مطابق متعلقہ اداروں کو ہدایت کی گئی ہے کہ وہ فوری طور پر اقدامات کریں اور شہریوں کو درپیش مسائل کے حل کے لیے ضروری کارروائی عمل میں لائیں۔ ذرائع کے مطابق اجلاس میں مختلف امور پر تفصیلی غور کیا گیا اور فیصلہ کیا گیا کہ آئندہ ہفتے سے نئی پالیسی پر عملدرآمد شروع کر دیا جائے گا۔ وزیر اعظم نے کہا کہ عوام کی فلاح و بہبود حکومت کی اولین ترجیح ہے اور اس سلسلے میں کوئی کوتاہی برداشت نہیں کی جائے گی۔ حکومت پاکستان کی جانب سے جاری کردہ اعلامیے کے مطابق متعلقہ اداروں کو ہدایت کی گئی ہے کہ وہ فوری طور پر اقدامات کریں اور شہریوں کو درپیش مسائل کے حل کے لیے ضروری کارروائی عمل میں لائیں۔ ذرائع کے مطابق اجلاس میں مختلف امور پر تفصیلی غور کیا گیا اور فیصلہ کیا گیا کہ آئندہ ہفتے سے نئی پالیسی پر عملدرآمد شروع کر دیا جائے گا۔ وزیر اعظم نے کہا کہ عوام کی فلاح و بہبود حکومت کی اولین ترجیح ہے اور اس سلسلے میں کوئی کوتاہی برداشت نہیں کی جائے گی۔ حکومت پاکستان کی جانب سے جاری کردہ اعلامیے کے مطابق متعلقہ اداروں کو ہدایت کی گئی ہے کہ وہ فوری طور پر اقدامات کریں اور شہریوں کو درپیش مسائل کے حل کے لیے ضروری کارروائی عمل میں لائیں۔ ذرائع کے مطابق اجلاس میں مختلف امور پر تفصیلی غور کیا گیا اور فیصلہ کیا گیا کہ آئندہ ہفتے سے نئی پالیسی پر عملدرآمد شروع کر دیا جائے گا۔ وزیر اعظم نے کہا کہ عوام کی فلاح و بہبود حکومت کی اولین ترجیح ہے اور اس سلسلے میں کوئی کوتاہی برداشت نہیں کی جائے گی۔ حکومت پاکستان کی جانب سے جاری کردہ اعلامیے کے مطابق متعلقہ اداروں کو ہدایت کی گئی ہے کہ وہ فوری طور پر اقدامات کریں اور شہریوں کو درپیش مسائل کے حل کے لیے ضروری کارروائی عمل میں لائیں۔ ذرائع کے مطابق اجلاس میں مختلف امور پر تفصیلی غور کیا گیا اور فیصلہ کیا گیا کہ آئندہ ہفتے سے نئی پالیسی پر عملدرآمد شروع کر دیا جائے گا۔ وزیر اعظم نے کہا کہ عوام کی فلاح و بہبود حکومت کی اولین ترجیح ہے اور اس سلسلے میں کوئی کوتاہی برداشت نہیں کی جائے گی۔ حکومت پاکستان کی جانب سے جاری کردہ اعلامیے کے مطابق متعلقہ اداروں کو ہدایت کی گئی ہے کہ وہ فوری طور پر اقدامات کریں اور شہریوں کو درپیش مسائل کے حل کے لیے ضروری کارروائی عمل میں لائیں۔ ذرائع کے مطابق اجلاس میں مختلف امور پر تفصیلی غور کیا گیا اور فیصلہ کیا گیا کہ آئندہ ہفتے سے نئی پالیسی پر عملدرآمد شروع کر دیا جائے گا۔ وزیر اعظم نے کہا کہ عوام کی فلاح و بہبود حکومت کی اولین ترجیح ہے اور اس سلسلے میں کوئی کوتاہی برداشت نہیں کی جائے گی۔ حکومت پاکستان کی جانب سے جاری کردہ اعلامیے کے مطابق متعلقہ اداروں کو ہدایت کی گئی ہے کہ وہ فوری طور پر اقدامات کریں اور شہریوں کو درپیش مسائل کے حل کے لیے ضروری کارروائی عمل میں لائیں۔ ذرائع کے مطابق اجلاس میں مختلف امور پر تفصیلی غور کیا گیا اور فیصلہ کیا گیا کہ آئندہ ہفتے سے نئی پالیسی پر عملدرآمد شروع کر دیا جائے گا۔ وزیر اعظم نے کہا کہ عوام کی فلاح و بہبود حکومت کی اولین ترجیح ہے اور اس سلسلے میں کوئی کوتاہی برداشت نہیں کی جائے گی۔ حکومت پاکستان کی جانب سے جاری کردہ اعلامیے کے مطابق متعلقہ اداروں کو ہدایت کی گئی ہے کہ وہ فوری طور پر اقدامات کریں اور شہریوں کو درپیش مسائل کے حل کے لیے ضروری کارروائی عمل میں لائیں۔ ذرائع کے مطابق اجلاس میں مختلف امور پر تفصیلی غور کیا گیا اور فیصلہ کیا گیا کہ آئندہ ہفتے سے نئی پالیسی پر عملدرآمد شروع کر دیا جائے گا۔ وزیر اعظم نے کہا کہ عوام کی فلاح و بہبود حکومت کی اولین ترجیح ہے اور اس سلسلے میں کوئی کوتاہی برداشت نہیں کی جائے گی۔ حکومت پاکستان کی جانب سے جاری کردہ اعلامیے کے مطابق متعلقہ اداروں کو ہدایت کی گئی ہے کہ وہ فوری طور پر اقدامات کریں اور شہریوں کو درپیش مسائل کے حل کے لیے ضروری کارروائی عمل میں لائیں۔ ذرائع کے مطابق اجلاس میں مختلف امور پر تفصیلی غور کیا گیا اور فیصلہ کیا گیا کہ آئندہ ہفتے سے نئی پالیسی پر عملدرآمد شروع کر دیا جائے گا۔ وزیر اعظم نے کہا کہ عوام کی فلاح و بہبود حکومت کی اولین ترجیح ہے اور اس سلسلے میں کوئی کوتاہی برداشت نہیں کی جائے گی۔ — [166, 676, 220, 1318]
section-number: 25 — [266, 668, 276, 675]
section-header — [222, 15, 276, 23]
article-text: حکومت پاکستان کی جانب سے جاری کردہ اعلامیے کے مطابق متعلقہ اداروں کو ہدایت کی گئی ہے کہ وہ فوری طور پر اقدامات کریں اور شہریوں کو درپیش مسائل کے حل کے لیے ضروری کارروائی عمل میں لائیں۔ ذرائع کے مطابق اجلاس میں مختلف امور پر تفصیلی غور کیا گیا اور فیصلہ کیا گیا کہ آئندہ ہفتے سے نئی پالیسی پر عملدرآمد شروع کر دیا جائے گا۔ وزیر اعظم نے کہا کہ عوام کی فلاح و بہبود حکومت کی اولین ترجیح ہے اور اس سلسلے میں کوئی کوتاہی برداشت نہیں کی جائے گی۔ حکومت پاکستان کی جانب سے جاری کردہ اعلامیے کے مطابق متعلقہ اداروں کو ہدایت کی گئی ہے کہ وہ فوری طور پر اقدامات کریں اور شہریوں کو درپیش مسائل کے حل کے لیے ضروری کارروائی عمل میں لائیں۔ ذرائع کے مطابق اجلاس میں مختلف امور پر تفصیلی غور کیا گیا اور فیصلہ کیا گیا کہ آئندہ ہفتے سے نئی پالیسی پر عملدرآمد شروع کر دیا جائے گا۔ وزیر اعظم نے کہا کہ عوام کی فلاح و بہبود حکومت کی اولین ترجیح ہے اور اس سلسلے میں کوئی کوتاہی برداشت نہیں کی جائے گی۔ حکومت پاکستان کی جانب سے جاری کردہ اعلامیے کے مطابق متعلقہ اداروں کو ہدایت کی گئی ہے کہ وہ فوری طور پر اقدامات کریں اور شہریوں کو درپیش مسائل کے حل کے لیے ضروری کارروائی عمل میں لائیں۔ ذرائع کے مطابق اجلاس میں مختلف امور پر تفصیلی غور کیا گیا اور فیصلہ کیا گیا کہ آئندہ ہفتے سے نئی پالیسی پر عملدرآمد شروع کر دیا جائے گا۔ وزیر اعظم نے کہا کہ عوام کی فلاح و بہبود حکومت کی اولین ترجیح ہے اور اس سلسلے میں کوئی کوتاہی برداشت نہیں کی جائے گی۔ حکومت پاکستان کی جانب سے جاری کردہ اعلامیے کے مطابق متعلقہ اداروں کو ہدایت کی گئی ہے کہ وہ فوری طور پر اقدامات کریں اور شہریوں کو درپیش مسائل کے حل کے لیے ضروری کارروائی عمل میں لائیں۔ ذرائع کے مطابق اجلاس میں مختلف امور پر تفصیلی غور کیا گیا اور فیصلہ کیا گیا کہ آئندہ ہفتے سے نئی پالیسی پر عملدرآمد شروع کر دیا جائے گا۔ وزیر اعظم نے کہا کہ عوام کی فلاح و بہبود حکومت کی اولین ترجیح ہے اور اس سلسلے میں کوئی کوتاہی برداشت نہیں کی جائے گی۔ حکومت پاکستان کی جانب سے جاری کردہ اعلامیے کے مطابق متعلقہ اداروں کو ہدایت کی گئی ہے کہ وہ فوری طور پر اقدامات کریں اور شہریوں کو درپیش مسائل کے حل کے لیے ضروری کارروائی عمل میں لائیں۔ ذرائع کے مطابق اجلاس میں مختلف امور پر تفصیلی غور کیا گیا اور فیصلہ کیا گیا کہ آئندہ ہفتے سے نئی پالیسی پر عملدرآمد شروع کر دیا جائے گا۔ وزیر اعظم نے کہا کہ عوام کی فلاح و بہبود حکومت کی اولین ترجیح ہے اور اس سلسلے میں کوئی کوتاہی برداشت نہیں کی جائے گی۔ حکومت پاکستان کی جانب سے جاری کردہ اعلامیے کے مطابق متعلقہ اداروں کو ہدایت کی گئی ہے کہ وہ فوری طور پر اقدامات کریں اور شہریوں کو درپیش مسائل کے حل کے لیے ضروری کارروائی عمل میں لائیں۔ ذرائع کے مطابق اجلاس میں مختلف امور پر تفصیلی غور کیا گیا اور فیصلہ کیا گیا کہ آئندہ ہفتے سے نئی پالیسی پر عملدرآمد شروع کر دیا جائے گا۔ وزیر اعظم نے کہا کہ عوام کی فلاح و بہبود حکومت کی اولین ترجیح ہے اور اس سلسلے میں کوئی کوتاہی برداشت نہیں کی جائے گی۔ حکومت پاکستان کی جانب سے جاری کردہ اعلامیے کے مطابق متعلقہ اداروں کو ہدایت کی گئی ہے کہ وہ فوری طور پر اقدامات کریں اور شہریوں کو درپیش مسائل کے حل کے لیے ضروری کارروائی عمل میں لائیں۔ ذرائع کے مطابق اجلاس میں مختلف امور پر تفصیلی غور کیا گیا اور فیصلہ کیا گیا کہ آئندہ ہفتے سے نئی پالیسی پر عملدرآمد شروع کر دیا جائے گا۔ وزیر اعظم نے کہا کہ عوام کی فلاح و بہبود حکومت کی اولین ترجیح ہے اور اس سلسلے میں کوئی کوتاہی برداشت نہیں کی جائے گی۔ حکومت پاکستان کی جانب سے جاری کردہ اعلامیے کے مطابق متعلقہ اداروں کو ہدایت کی گئی ہے کہ وہ فوری طور پر اقدامات کریں اور شہریوں کو درپیش مسائل کے حل کے لیے ضروری کارروائی عمل میں لائیں۔ ذرائع کے مطابق اجلاس میں مختلف امور پر تفصیلی غور کیا گیا اور فیصلہ کیا گیا کہ آئندہ ہفتے سے نئی پالیسی پر عملدرآمد شروع کر دیا جائے گا۔ وزیر اعظم نے کہا کہ عوام کی فلاح و بہبود حکومت کی اولین ترجیح ہے اور اس سلسلے میں کوئی کوتاہی برداشت نہیں کی جائے گی۔ حکومت پاکستان کی جانب سے جاری کردہ اعلامیے کے مطابق متعلقہ اداروں کو ہدایت کی گئی ہے کہ وہ فوری طور پر اقدامات کریں اور شہریوں کو درپیش مسائل کے حل کے لیے ضروری کارروائی عمل میں لائیں۔ ذرائع کے مطابق اجلاس میں مختلف امور پر تفصیلی غور کیا گیا اور فیصلہ کیا گیا کہ آئندہ ہفتے سے نئی پالیسی پر عملدرآمد شروع کر دیا جائے گا۔ وزیر اعظم نے کہا کہ عوام کی فلاح و بہبود حکومت کی اولین ترجیح ہے اور اس سلسلے میں کوئی کوتاہی برداشت نہیں کی جائے گی۔ حکومت پاکستان کی جانب سے جاری کردہ اعلامیے کے مطابق متعلقہ اداروں کو ہدایت کی گئی ہے کہ وہ فوری طور پر اقدامات کریں اور شہریوں کو درپیش مسائل کے حل کے لیے ضروری کارروائی عمل میں لائیں۔ ذرائع کے مطابق اجلاس میں مختلف امور پر تفصیلی غور کیا گیا اور فیصلہ کیا گیا کہ آئندہ ہفتے سے نئی پالیسی پر عملدرآمد شروع کر دیا جائے گا۔ وزیر اعظم نے کہا کہ عوام کی فلاح و بہبود حکومت کی اولین ترجیح ہے اور اس سلسلے میں کوئی کوتاہی برداشت نہیں کی جائے گی۔ حکومت پاکستان کی جانب سے جاری کردہ اعلامیے کے مطابق متعلقہ اداروں کو ہدایت کی گئی ہے کہ وہ فوری طور پر اقدامات کریں اور شہریوں کو درپیش مسائل کے حل کے لیے ضروری کارروائی عمل میں لائیں۔ ذرائع کے مطابق اجلاس میں مختلف امور پر تفصیلی غور کیا گیا اور فیصلہ کیا گیا کہ آئندہ ہفتے سے نئی پالیسی پر عملدرآمد شروع کر دیا جائے گا۔ وزیر اعظم نے کہا کہ عوام کی فلاح و بہبود حکومت کی اولین ترجیح ہے اور اس سلسلے میں کوئی کوتاہی برداشت نہیں کی جائے گی۔ حکومت پاکستان کی جانب سے جاری کردہ اعلامیے کے مطابق متعلقہ — [279, 1981, 333, 2576]
section-number: 18 — [322, 668, 333, 675]
article-text: حکومت پاکستان کی جانب سے جاری کردہ اعلامیے کے مطابق متعلقہ اداروں کو ہدایت کی گئی ہے کہ وہ فوری طور پر اقدامات کریں اور شہریوں کو درپیش مسائل کے حل کے لیے ضروری کارروائی عمل میں لائیں۔ ذرائع کے مطابق اجلاس میں مختلف امور پر تفصیلی غور کیا گیا اور فیصلہ کیا گیا کہ آئندہ ہفتے سے نئی پالیسی پر عملدرآمد شروع کر دیا جائے گا۔ وزیر اعظم نے کہا کہ عوام کی فلاح و بہبود حکومت کی اولین ترجیح ہے اور اس سلسلے میں کوئی کوتاہی برداشت نہیں کی جائے گی۔ حکومت پاکستان کی جانب سے جاری کردہ اعلامیے کے مطابق متعلقہ اداروں کو ہدایت کی گئی ہے کہ وہ فوری طور پر اقدامات کریں اور شہریوں کو درپیش مسائل کے حل کے لیے ضروری کارروائی عمل میں لائیں۔ ذرائع کے مطابق اجلاس میں مختلف امور پر تفصیلی غور کیا گیا اور فیصلہ کیا گیا کہ آئندہ ہفتے سے نئی پالیسی پر عملدرآمد شروع کر دیا جائے گا۔ وزیر اعظم نے کہا کہ عوام کی فلاح و بہبود حکومت کی اولین ترجیح ہے اور اس سلسلے میں کوئی کوتاہی برداشت نہیں کی جائے گی۔ حکومت پاکستان کی جانب سے جاری کردہ اعلامیے کے مطابق متعلقہ اداروں کو ہدایت کی گئی ہے کہ وہ فوری طور پر اقدامات کریں اور شہریوں کو درپیش مسائل کے حل کے لیے ضروری کارروائی عمل میں لائیں۔ ذرائع کے مطابق اجلاس میں مختلف امور پر تفصیلی غور کیا گیا اور فیصلہ کیا گیا کہ آئندہ ہفتے سے نئی پالیسی پر عملدرآمد شروع کر دیا جائے گا۔ وزیر اعظم نے کہا کہ عوام کی فلاح و بہبود حکومت کی اولین ترجیح ہے اور اس سلسلے میں کوئی کوتاہی برداشت نہیں کی جائے گی۔ حکومت پاکستان کی جانب سے جاری کردہ اعلامیے کے مطابق متعلقہ اداروں کو ہدایت کی گئی ہے کہ وہ فوری طور پر اقدامات کریں اور شہریوں کو درپیش مسائل کے حل کے لیے ضروری کارروائی عمل میں لائیں۔ ذرائع کے مطابق اجلاس میں مختلف امور پر تفصیلی غور کیا گیا اور فیصلہ کیا گیا کہ آئندہ ہفتے سے نئی پالیسی پر عملدرآمد شروع کر دیا جائے گا۔ وزیر اعظم نے کہا کہ عوام کی فلاح و بہبود حکومت کی اولین ترجیح ہے اور اس سلسلے میں کوئی کوتاہی برداشت نہیں کی جائے گی۔ حکومت پاکستان کی جانب سے جاری کردہ اعلامیے کے مطابق متعلقہ اداروں کو ہدایت کی گئی ہے کہ وہ فوری طور پر اقدامات کریں اور شہریوں کو درپیش مسائل کے حل کے لیے ضروری کارروائی عمل میں لائیں۔ ذرائع کے مطابق اجلاس میں مختلف امور پر تفصیلی غور کیا گیا اور فیصلہ کیا گیا کہ آئندہ ہفتے سے نئی پالیسی پر عملدرآمد شروع کر دیا جائے گا۔ وزیر اعظم نے کہا کہ عوام کی فلاح و بہبود حکومت کی اولین ترجیح ہے اور اس سلسلے میں کوئی کوتاہی برداشت نہیں کی جائے گی۔ حکومت پاکستان کی جانب سے جاری کردہ اعلامیے کے مطابق متعلقہ اداروں کو ہدایت کی گئی ہے کہ وہ فوری طور پر اقدامات کریں اور شہریوں کو درپیش مسائل کے حل کے لیے ضروری کارروائی عمل میں لائیں۔ ذرائع کے مطابق اجلاس میں مختلف امور پر تفصیلی غور کیا گیا اور فیصلہ کیا گیا کہ آئندہ ہفتے سے نئی پالیسی پر عملدرآمد شروع کر دیا جائے گا۔ وزیر اعظم نے کہا کہ عوام کی فلاح و بہبود حکومت کی اولین ترجیح ہے اور اس سلسلے میں کوئی کوتاہی برداشت نہیں کی جائے گی۔ حکومت پاکستان کی جانب سے جاری کردہ اعلامیے کے مطابق متعلقہ اداروں کو ہدایت کی گئی ہے کہ وہ فوری طور پر اقدامات کریں اور شہریوں کو درپیش مسائل کے حل کے لیے ضروری کارروائی عمل میں لائیں۔ ذرائع کے مطابق اجلاس میں مختلف امور پر تفصیلی غور کیا گیا اور فیصلہ کیا گیا کہ آئندہ ہفتے سے نئی پالیسی پر عملدرآمد شروع کر دیا جائے گا۔ وزیر اعظم نے کہا کہ عوام کی فلاح و بہبود حکومت کی اولین ترجیح ہے اور اس سلسلے میں کوئی کوتاہی برداشت نہیں کی جائے گی۔ حکومت پاکستان کی جانب سے جاری کردہ اعلامیے کے مطابق متعلقہ اداروں کو ہدایت کی گئی ہے کہ وہ فوری طور پر اقدامات کریں اور شہریوں کو درپیش مسائل کے حل کے لیے ضروری کارروائی عمل میں لائیں۔ ذرائع کے مطابق اجلاس میں مختلف امور پر تفصیلی غور کیا گیا اور فیصلہ کیا گیا کہ آئندہ ہفتے سے نئی پالیسی پر عملدرآمد شروع کر دیا جائے گا۔ وزیر اعظم نے کہا کہ عوام کی فلاح و بہبود حکومت کی اولین ترجیح ہے اور اس سلسلے میں کوئی کوتاہی برداشت نہیں کی جائے گی۔ حکومت پاکستان کی جانب سے جاری کردہ اعلامیے کے مطابق متعلقہ اداروں کو ہدایت کی گئی ہے کہ وہ فوری طور پر اقدامات کریں اور شہریوں کو درپیش مسائل کے حل کے لیے ضروری کارروائی عمل میں لائیں۔ ذرائع کے مطابق اجلاس میں مختلف امور پر تفصیلی غور کیا گیا اور فیصلہ کیا گیا کہ آئندہ ہفتے سے نئی پالیسی پر عملدرآمد شروع کر دیا جائے گا۔ وزیر اعظم نے کہا کہ عوام کی فلاح و بہبود حکومت کی اولین ترجیح ہے اور اس سلسلے میں کوئی کوتاہی برداشت نہیں کی جائے گی۔ حکومت پاکستان کی جانب سے جاری کردہ اعلامیے کے مطابق متعلقہ اداروں کو ہدایت کی گئی ہے کہ وہ فوری طور پر اقدامات کریں اور شہریوں کو درپیش مسائل کے حل کے لیے ضروری کارروائی عمل میں لائیں۔ ذرائع کے مطابق اجلاس میں مختلف امور پر تفصیلی غور کیا گیا اور فیصلہ کیا گیا کہ آئندہ ہفتے سے نئی پالیسی پر عملدرآمد شروع کر دیا جائے گا۔ وزیر اعظم نے کہا کہ عوام کی فلاح و بہبود حکومت کی اولین ترجیح ہے اور اس سلسلے میں کوئی کوتاہی برداشت نہیں کی جائے گی۔ حکومت پاکستان کی جانب سے جاری کردہ اعلامیے کے مطابق متعلقہ اداروں کو ہدایت کی گئی ہے کہ وہ فوری طور پر اقدامات کریں اور شہریوں کو درپیش مسائل کے حل کے لیے ضروری کارروائی عمل میں لائیں۔ ذرائع کے مطابق اجلاس میں مختلف امور پر تفصیلی غور کیا گیا اور فیصلہ کیا گیا کہ آئندہ ہفتے سے نئی پالیسی پر عملدرآمد شروع کر دیا جائے گا۔ وزیر اعظم نے کہا کہ عوام کی فلاح و بہبود حکومت کی اولین ترجیح ہے اور اس سلسلے میں کوئی کوتاہی برداشت نہیں کی جائے گی۔ حکومت پاکستان کی جانب سے جاری کردہ اعلامیے کے مطابق متعلقہ اداروں کو ہدایت کی گئی ہے کہ وہ فوری طور پر اقدامات کریں اور شہریوں کو درپیش مسائل کے حل کے لیے ضروری کارروائی عمل میں لائیں۔ ذرائع کے مطابق اجلاس میں مختلف امور پر تفصیلی غور کیا گیا اور فیصلہ کیا گیا کہ آئندہ ہفتے سے نئی پالیسی پر عملدرآمد شروع کر دیا جائے گا۔ وزیر اعظم نے کہا کہ عوام کی فلاح و بہبود حکومت کی اولین ترجیح ہے اور اس سلسلے میں کوئی کوتاہی برداشت نہیں کی جائے گی۔ — [279, 24, 333, 666]
article-text: حکومت پاکستان کی جانب سے جاری کردہ اعلامیے کے مطابق متعلقہ اداروں کو ہدایت کی گئی ہے کہ وہ فوری طور پر اقدامات کریں اور شہریوں کو درپیش مسائل کے حل کے لیے ضروری کارروائی عمل میں لائیں۔ ذرائع کے مطابق اجلاس میں مختلف امور پر تفصیلی غور کیا گیا اور فیصلہ کیا گیا کہ آئندہ ہفتے سے نئی پالیسی پر عملدرآمد شروع کر دیا جائے گا۔ وزیر اعظم نے کہا کہ عوام کی فلاح و بہبود حکومت کی اولین ترجیح ہے اور اس سلسلے میں کوئی کوتاہی برداشت نہیں کی جائے گی۔ حکومت پاکستان کی جانب سے جاری کردہ اعلامیے کے مطابق متعلقہ اداروں کو ہدایت کی گئی ہے کہ وہ فوری طور پر اقدامات کریں اور شہریوں کو درپیش مسائل کے حل کے لیے ضروری کارروائی عمل میں لائیں۔ ذرائع کے مطابق اجلاس میں مختلف امور پر تفصیلی غور کیا گیا اور فیصلہ کیا گیا کہ آئندہ ہفتے سے نئی پالیسی پر عملدرآمد شروع کر دیا جائے گا۔ وزیر اعظم نے کہا کہ عوام کی فلاح و بہبود حکومت کی اولین ترجیح ہے اور اس سلسلے میں کوئی کوتاہی برداشت نہیں کی جائے گی۔ حکومت پاکستان کی جانب سے جاری کردہ اعلامیے کے مطابق متعلقہ اداروں کو ہدایت کی گئی ہے کہ وہ فوری طور پر اقدامات کریں اور شہریوں کو درپیش مسائل کے حل کے لیے ضروری کارروائی عمل میں لائیں۔ ذرائع کے مطابق اجلاس میں مختلف امور پر تفصیلی غور کیا گیا اور فیصلہ کیا گیا کہ آئندہ ہفتے سے نئی پالیسی پر عملدرآمد شروع کر دیا جائے گا۔ وزیر اعظم نے کہا کہ عوام کی فلاح و بہبود حکومت کی اولین ترجیح ہے اور اس سلسلے میں کوئی کوتاہی برداشت نہیں کی جائے گی۔ حکومت پاکستان کی جانب سے جاری کردہ اعلامیے کے مطابق متعلقہ اداروں کو ہدایت کی گئی ہے کہ وہ فوری طور پر اقدامات کریں اور شہریوں کو درپیش مسائل کے حل کے لیے ضروری کارروائی عمل میں لائیں۔ ذرائع کے مطابق اجلاس میں مختلف امور پر تفصیلی غور کیا گیا اور فیصلہ کیا گیا کہ آئندہ ہفتے سے نئی پالیسی پر عملدرآمد شروع کر دیا جائے گا۔ وزیر اعظم نے کہا کہ عوام کی فلاح و بہبود حکومت کی اولین ترجیح ہے اور اس سلسلے میں کوئی کوتاہی برداشت نہیں کی جائے گی۔ حکومت پاکستان کی جانب سے جاری کردہ اعلامیے کے مطابق متعلقہ اداروں کو ہدایت کی گئی ہے کہ وہ فوری طور پر اقدامات کریں اور شہریوں کو درپیش مسائل کے حل کے لیے ضروری کارروائی عمل میں لائیں۔ ذرائع کے مطابق اجلاس میں مختلف امور پر تفصیلی غور کیا گیا اور فیصلہ کیا گیا کہ آئندہ ہفتے سے نئی پالیسی پر عملدرآمد شروع کر دیا جائے گا۔ وزیر اعظم نے کہا کہ عوام کی فلاح و بہبود حکومت کی اولین ترجیح ہے اور اس سلسلے میں کوئی کوتاہی برداشت نہیں کی جائے گی۔ حکومت پاکستان کی جانب سے جاری کردہ اعلامیے کے مطابق متعلقہ اداروں کو ہدایت کی گئی ہے کہ وہ فوری طور پر اقدامات کریں اور شہریوں کو درپیش مسائل کے حل کے لیے ضروری کارروائی عمل میں لائیں۔ ذرائع کے مطابق اجلاس میں مختلف امور پر تفصیلی غور کیا گیا اور فیصلہ کیا گیا کہ آئندہ ہفتے سے نئی پالیسی پر عملدرآمد شروع کر دیا جائے گا۔ وزیر اعظم نے کہا کہ عوام کی فلاح و بہبود حکومت کی اولین ترجیح ہے اور اس سلسلے میں کوئی کوتاہی برداشت نہیں کی جائے گی۔ حکومت پاکستان کی جانب سے جاری کردہ اعلامیے کے مطابق متعلقہ اداروں کو ہدایت کی گئی ہے کہ وہ فوری طور پر اقدامات کریں اور شہریوں کو درپیش مسائل کے حل کے لیے ضروری کارروائی عمل میں لائیں۔ ذرائع کے مطابق اجلاس میں مختلف امور پر تفصیلی غور کیا گیا اور فیصلہ کیا گیا کہ آئندہ ہفتے سے نئی پالیسی پر عملدرآمد شروع کر دیا جائے گا۔ وزیر اعظم نے کہا کہ عوام کی فلاح و بہبود حکومت کی اولین ترجیح ہے اور اس سلسلے میں کوئی کوتاہی برداشت نہیں کی جائے گی۔ حکومت پاکستان کی جانب سے جاری کردہ اعلامیے کے مطابق متعلقہ اداروں کو ہدایت کی گئی ہے کہ وہ فوری طور پر اقدامات کریں اور شہریوں کو درپیش مسائل کے حل کے لیے ضروری کارروائی عمل میں لائیں۔ ذرائع کے مطابق اجلاس میں مختلف امور پر تفصیلی غور کیا گیا اور فیصلہ کیا گیا کہ آئندہ ہفتے سے نئی پالیسی پر عملدرآمد شروع کر دیا جائے گا۔ وزیر اعظم نے کہا کہ عوام کی فلاح و بہبود حکومت کی اولین ترجیح ہے اور اس سلسلے میں کوئی کوتاہی برداشت نہیں کی جائے گی۔ حکومت پاکستان کی جانب سے جاری کردہ اعلامیے کے مطابق متعلقہ اداروں کو ہدایت کی گئی ہے کہ وہ فوری طور پر اقدامات کریں اور شہریوں کو درپیش مسائل کے حل کے لیے ضروری کارروائی عمل میں لائیں۔ ذرائع کے مطابق اجلاس میں مختلف امور پر تفصیلی غور کیا گیا اور فیصلہ کیا گیا کہ آئندہ ہفتے سے نئی پالیسی پر عملدرآمد شروع کر دیا جائے گا۔ وزیر اعظم نے کہا کہ عوام کی فلاح و بہبود حکومت کی اولین ترجیح ہے اور اس سلسلے میں کوئی کوتاہی برداشت نہیں کی جائے گی۔ حکومت پاکستان کی جانب سے جاری کردہ اعلامیے کے مطابق متعلقہ اداروں کو ہدایت کی گئی ہے کہ وہ فوری طور پر اقدامات کریں اور شہریوں کو درپیش مسائل کے حل کے لیے ضروری کارروائی عمل میں لائیں۔ ذرائع کے مطابق اجلاس میں مختلف امور پر تفصیلی غور کیا گیا اور فیصلہ کیا گیا کہ آئندہ ہفتے سے نئی پالیسی پر عملدرآمد شروع کر دیا جائے گا۔ وزیر اعظم نے کہا کہ عوام کی فلاح و بہبود حکومت کی اولین ترجیح ہے اور اس سلسلے میں کوئی کوتاہی برداشت نہیں کی جائے گی۔ حکومت پاکستان کی جانب سے جاری کردہ اعلامیے کے مطابق متعلقہ اداروں کو ہدایت کی گئی ہے کہ وہ فوری طور پر اقدامات کریں اور شہریوں کو درپیش مسائل کے حل کے لیے ضروری کارروائی عمل میں لائیں۔ ذرائع کے مطابق اجلاس میں مختلف امور پر تفصیلی غور کیا گیا اور فیصلہ کیا گیا کہ آئندہ ہفتے سے نئی پالیسی پر عملدرآمد شروع کر دیا جائے گا۔ وزیر اعظم نے کہا کہ عوام کی فلاح و بہبود حکومت کی اولین ترجیح ہے اور اس سلسلے میں کوئی کوتاہی برداشت نہیں کی جائے گی۔ حکومت پاکستان کی جانب سے جاری کردہ اعلامیے کے مطابق متعلقہ اداروں کو ہدایت کی گئی ہے کہ وہ فوری طور پر اقدامات کریں اور شہریوں کو درپیش مسائل کے حل کے لیے ضروری کارروائی عمل میں لائیں۔ ذرائع کے مطابق اجلاس میں مختلف امور پر تفصیلی غور کیا گیا اور فیصلہ کیا گیا کہ آئندہ ہفتے سے نئی پالیسی پر عملدرآمد شروع کر دیا جائے گا۔ وزیر اعظم نے کہا کہ عوام کی فلاح و بہبود حکومت کی اولین ترجیح ہے اور اس سلسلے میں کوئی کوتاہی برداشت نہیں کی جائے گی۔ — [109, 1328, 163, 1971]
urdu-date: روزنامہ امت ۲۶ مئی ۲۰۲۶ء — [418, 2, 484, 9]
section-title: خبر کا عنوان — [338, 669, 360, 674]
article-text: حکومت پاکستان کی جانب سے جاری کردہ اعلامیے کے مطابق متعلقہ اداروں کو ہدایت کی گئی ہے کہ وہ فوری طور پر اقدامات کریں اور شہریوں کو درپیش مسائل کے حل کے لیے ضروری کارروائی عمل میں لائیں۔ ذرائع کے مطابق اجلاس میں مختلف امور پر تفصیلی غور کیا گیا اور فیصلہ کیا گیا کہ آئندہ ہفتے سے نئی پالیسی پر عملدرآمد شروع کر دیا جائے گا۔ وزیر اعظم نے کہا کہ عوام کی فلاح و بہبود حکومت کی اولین ترجیح ہے اور اس سلسلے میں کوئی کوتاہی برداشت نہیں کی جائے گی۔ حکومت پاکستان کی جانب سے جاری کردہ اعلامیے کے مطابق متعلقہ اداروں کو ہدایت کی گئی ہے کہ وہ فوری طور پر اقدامات کریں اور شہریوں کو درپیش مسائل کے حل کے لیے ضروری کارروائی عمل میں لائیں۔ ذرائع کے مطابق اجلاس میں مختلف امور پر تفصیلی غور کیا گیا اور فیصلہ کیا گیا کہ آئندہ ہفتے سے نئی پالیسی پر عملدرآمد شروع کر دیا جائے گا۔ وزیر اعظم نے کہا کہ عوام کی فلاح و بہبود حکومت کی اولین ترجیح ہے اور اس سلسلے میں کوئی کوتاہی برداشت نہیں کی جائے گی۔ حکومت پاکستان کی جانب سے جاری کردہ اعلامیے کے مطابق متعلقہ اداروں کو ہدایت کی گئی ہے کہ وہ فوری طور پر اقدامات کریں اور شہریوں کو درپیش مسائل کے حل کے لیے ضروری کارروائی عمل میں لائیں۔ ذرائع کے مطابق اجلاس میں مختلف امور پر تفصیلی غور کیا گیا اور فیصلہ کیا گیا کہ آئندہ ہفتے سے نئی پالیسی پر عملدرآمد شروع کر دیا جائے گا۔ وزیر اعظم نے کہا کہ عوام کی فلاح و بہبود حکومت کی اولین ترجیح ہے اور اس سلسلے میں کوئی کوتاہی برداشت نہیں کی جائے گی۔ حکومت پاکستان کی جانب سے جاری کردہ اعلامیے کے مطابق متعلقہ اداروں کو ہدایت کی گئی ہے کہ وہ فوری طور پر اقدامات کریں اور شہریوں کو درپیش مسائل کے حل کے لیے ضروری کارروائی عمل میں لائیں۔ ذرائع کے مطابق اجلاس میں مختلف امور پر تفصیلی غور کیا گیا اور فیصلہ کیا گیا کہ آئندہ ہفتے سے نئی پالیسی پر عملدرآمد شروع کر دیا جائے گا۔ وزیر اعظم نے کہا کہ عوام کی فلاح و بہبود حکومت کی اولین ترجیح ہے اور اس سلسلے میں کوئی کوتاہی برداشت نہیں کی جائے گی۔ حکومت پاکستان کی جانب سے جاری کردہ اعلامیے کے مطابق متعلقہ اداروں کو ہدایت کی گئی ہے کہ وہ فوری طور پر اقدامات کریں اور شہریوں کو درپیش مسائل کے حل کے لیے ضروری کارروائی عمل میں لائیں۔ ذرائع کے مطابق اجلاس میں مختلف امور پر تفصیلی غور کیا گیا اور فیصلہ کیا گیا کہ آئندہ ہفتے سے نئی پالیسی پر عملدرآمد شروع کر دیا جائے گا۔ وزیر اعظم نے کہا کہ عوام کی فلاح و بہبود حکومت کی اولین ترجیح ہے اور اس سلسلے میں کوئی کوتاہی برداشت نہیں کی جائے گی۔ حکومت پاکستان کی جانب سے جاری کردہ اعلامیے کے مطابق متعلقہ اداروں کو ہدایت کی گئی ہے کہ وہ فوری طور پر اقدامات کریں اور شہریوں کو درپیش مسائل کے حل کے لیے ضروری کارروائی عمل میں لائیں۔ ذرائع کے مطابق اجلاس میں مختلف امور پر تفصیلی غور کیا گیا اور فیصلہ کیا گیا کہ آئندہ ہفتے سے نئی پالیسی پر عملدرآمد شروع کر دیا جائے گا۔ وزیر اعظم نے کہا کہ عوام کی فلاح و بہبود حکومت کی اولین ترجیح ہے اور اس سلسلے میں کوئی کوتاہی برداشت نہیں کی جائے گی۔ حکومت پاکستان کی جانب سے جاری کردہ اعلامیے کے مطابق متعلقہ اداروں کو ہدایت کی گئی ہے کہ وہ فوری طور پر اقدامات کریں اور شہریوں کو درپیش مسائل کے حل کے لیے ضروری کارروائی عمل میں لائیں۔ ذرائع کے مطابق اجلاس میں مختلف امور پر تفصیلی غور کیا گیا اور فیصلہ کیا گیا کہ آئندہ ہفتے سے نئی پالیسی پر عملدرآمد شروع کر دیا جائے گا۔ وزیر اعظم نے کہا کہ عوام کی فلاح و بہبود حکومت کی اولین ترجیح ہے اور اس سلسلے میں کوئی کوتاہی برداشت نہیں کی جائے گی۔ حکومت پاکستان کی جانب سے جاری کردہ اعلامیے کے مطابق متعلقہ اداروں کو ہدایت کی گئی ہے کہ وہ فوری طور پر اقدامات کریں اور شہریوں کو درپیش مسائل کے حل کے لیے ضروری کارروائی عمل میں لائیں۔ ذرائع کے مطابق اجلاس میں مختلف امور پر تفصیلی غور کیا گیا اور فیصلہ کیا گیا کہ آئندہ ہفتے سے نئی پالیسی پر عملدرآمد شروع کر دیا جائے گا۔ وزیر اعظم نے کہا کہ عوام کی فلاح و بہبود حکومت کی اولین ترجیح ہے اور اس سلسلے میں کوئی کوتاہی برداشت نہیں کی جائے گی۔ حکومت پاکستان کی جانب سے جاری کردہ اعلامیے کے مطابق متعلقہ اداروں کو ہدایت کی گئی ہے کہ وہ فوری طور پر اقدامات کریں اور شہریوں کو درپیش مسائل کے حل کے لیے ضروری کارروائی عمل میں لائیں۔ ذرائع کے مطابق اجلاس میں مختلف امور پر تفصیلی غور کیا گیا اور فیصلہ کیا گیا کہ آئندہ ہفتے سے نئی پالیسی پر عملدرآمد شروع کر دیا جائے گا۔ وزیر اعظم نے کہا کہ عوام کی فلاح و بہبود حکومت کی اولین ترجیح ہے اور اس سلسلے میں کوئی کوتاہی برداشت نہیں کی جائے گی۔ حکومت پاکستان کی جانب سے جاری کردہ اعلامیے کے مطابق متعلقہ اداروں کو ہدایت کی گئی ہے کہ وہ فوری طور پر اقدامات کریں اور شہریوں کو درپیش مسائل کے حل کے لیے ضروری کارروائی عمل میں لائیں۔ ذرائع کے مطابق اجلاس میں مختلف امور پر تفصیلی غور کیا گیا اور فیصلہ کیا گیا کہ آئندہ ہفتے سے نئی پالیسی پر عملدرآمد شروع کر دیا جائے گا۔ وزیر اعظم نے کہا کہ عوام کی فلاح و بہبود حکومت کی اولین ترجیح ہے اور اس سلسلے میں کوئی کوتاہی برداشت نہیں کی جائے گی۔ حکومت پاکستان کی جانب سے جاری کردہ اعلامیے کے مطابق متعلقہ اداروں کو ہدایت کی گئی ہے کہ وہ فوری طور پر اقدامات کریں اور شہریوں کو درپیش مسائل کے حل کے لیے ضروری کارروائی عمل میں لائیں۔ ذرائع کے مطابق اجلاس میں مختلف امور پر تفصیلی غور کیا گیا اور فیصلہ کیا گیا کہ آئندہ ہفتے سے نئی پالیسی پر عملدرآمد شروع کر دیا جائے گا۔ وزیر اعظم نے کہا کہ عوام کی فلاح و بہبود حکومت کی اولین ترجیح ہے اور اس سلسلے میں کوئی کوتاہی برداشت نہیں کی جائے گی۔ حکومت پاکستان کی جانب سے جاری کردہ اعلامیے کے مطابق متعلقہ اداروں کو ہدایت کی گئی ہے کہ وہ فوری طور پر اقدامات کریں اور شہریوں کو درپیش مسائل کے حل کے لیے ضروری کارروائی عمل میں لائیں۔ ذرائع کے مطابق اجلاس میں مختلف امور پر تفصیلی غور کیا گیا اور فیصلہ کیا گیا کہ آئندہ ہفتے سے نئی پالیسی پر عملدرآمد شروع کر دیا جائے گا۔ وزیر اعظم نے کہا کہ عوام کی فلاح و بہبود حکومت کی اولین ترجیح ہے اور اس سلسلے میں کوئی کوتاہی برداشت نہیں کی جائے گی۔ — [222, 1328, 276, 1971]
section-number: 1 — [486, 15, 492, 23]
article-text: حکومت پاکستان کی جانب سے جاری کردہ اعلامیے کے مطابق متعلقہ اداروں کو ہدایت کی گئی ہے کہ وہ فوری طور پر اقدامات کریں اور شہریوں کو درپیش مسائل کے حل کے لیے ضروری کارروائی عمل میں لائیں۔ ذرائع کے مطابق اجلاس میں مختلف امور پر تفصیلی غور کیا گیا اور فیصلہ کیا گیا کہ آئندہ ہفتے سے نئی پالیسی پر عملدرآمد شروع کر دیا جائے گا۔ وزیر اعظم نے کہا کہ عوام کی فلاح و بہبود حکومت کی اولین ترجیح ہے اور اس سلسلے میں کوئی کوتاہی برداشت نہیں کی جائے گی۔ حکومت پاکستان کی جانب سے جاری کردہ اعلامیے کے مطابق متعلقہ اداروں کو ہدایت کی گئی ہے کہ وہ فوری طور پر اقدامات کریں اور شہریوں کو درپیش مسائل کے حل کے لیے ضروری کارروائی عمل میں لائیں۔ ذرائع کے مطابق اجلاس میں مختلف امور پر تفصیلی غور کیا گیا اور فیصلہ کیا گیا کہ آئندہ ہفتے سے نئی پالیسی پر عملدرآمد شروع کر دیا جائے گا۔ وزیر اعظم نے کہا کہ عوام کی فلاح و بہبود حکومت کی اولین ترجیح ہے اور اس سلسلے میں کوئی کوتاہی برداشت نہیں کی جائے گی۔ حکومت پاکستان کی جانب سے جاری کردہ اعلامیے کے مطابق متعلقہ اداروں کو ہدایت کی گئی ہے کہ وہ فوری طور پر اقدامات کریں اور شہریوں کو درپیش مسائل کے حل کے لیے ضروری کارروائی عمل میں لائیں۔ ذرائع کے مطابق اجلاس میں مختلف امور پر تفصیلی غور کیا گیا اور فیصلہ کیا گیا کہ آئندہ ہفتے سے نئی پالیسی پر عملدرآمد شروع کر دیا جائے گا۔ وزیر اعظم نے کہا کہ عوام کی فلاح و بہبود حکومت کی اولین ترجیح ہے اور اس سلسلے میں کوئی کوتاہی برداشت نہیں کی جائے گی۔ حکومت پاکستان کی جانب سے جاری کردہ اعلامیے کے مطابق متعلقہ اداروں کو ہدایت کی گئی ہے کہ وہ فوری طور پر اقدامات کریں اور شہریوں کو درپیش مسائل کے حل کے لیے ضروری کارروائی عمل میں لائیں۔ ذرائع کے مطابق اجلاس میں مختلف امور پر تفصیلی غور کیا گیا اور فیصلہ کیا گیا کہ آئندہ ہفتے سے نئی پالیسی پر عملدرآمد شروع کر دیا جائے گا۔ وزیر اعظم نے کہا کہ عوام کی فلاح و بہبود حکومت کی اولین ترجیح ہے اور اس سلسلے میں کوئی کوتاہی برداشت نہیں کی جائے گی۔ حکومت پاکستان کی جانب سے جاری کردہ اعلامیے کے مطابق متعلقہ اداروں کو ہدایت کی گئی ہے کہ وہ فوری طور پر اقدامات کریں اور شہریوں کو درپیش مسائل کے حل کے لیے ضروری کارروائی عمل میں لائیں۔ ذرائع کے مطابق اجلاس میں مختلف امور پر تفصیلی غور کیا گیا اور فیصلہ کیا گیا کہ آئندہ ہفتے سے نئی پالیسی پر عملدرآمد شروع کر دیا جائے گا۔ وزیر اعظم نے کہا کہ عوام کی فلاح و بہبود حکومت کی اولین ترجیح ہے اور اس سلسلے میں کوئی کوتاہی برداشت نہیں کی جائے گی۔ حکومت پاکستان کی جانب سے جاری کردہ اعلامیے کے مطابق متعلقہ اداروں کو ہدایت کی گئی ہے کہ وہ فوری طور پر اقدامات کریں اور شہریوں کو درپیش مسائل کے حل کے لیے ضروری کارروائی عمل میں لائیں۔ ذرائع کے مطابق اجلاس میں مختلف امور پر تفصیلی غور کیا گیا اور فیصلہ کیا گیا کہ آئندہ ہفتے سے نئی پالیسی پر عملدرآمد شروع کر دیا جائے گا۔ وزیر اعظم نے کہا کہ عوام کی فلاح و بہبود حکومت کی اولین ترجیح ہے اور اس سلسلے میں کوئی کوتاہی برداشت نہیں کی جائے گی۔ حکومت پاکستان کی جانب سے جاری کردہ اعلامیے کے مطابق متعلقہ اداروں کو ہدایت کی گئی ہے کہ وہ فوری طور پر اقدامات کریں اور شہریوں کو درپیش مسائل کے حل کے لیے ضروری کارروائی عمل میں لائیں۔ ذرائع کے مطابق اجلاس میں مختلف امور پر تفصیلی غور کیا گیا اور فیصلہ کیا گیا کہ آئندہ ہفتے سے نئی پالیسی پر عملدرآمد شروع کر دیا جائے گا۔ وزیر اعظم نے کہا کہ عوام کی فلاح و بہبود حکومت کی اولین ترجیح ہے اور اس سلسلے میں کوئی کوتاہی برداشت نہیں کی جائے گی۔ حکومت پاکستان کی جانب سے جاری کردہ اعلامیے کے مطابق متعلقہ اداروں کو ہدایت کی گئی ہے کہ وہ فوری طور پر اقدامات کریں اور شہریوں کو درپیش مسائل کے حل کے لیے ضروری کارروائی عمل میں لائیں۔ ذرائع کے مطابق اجلاس میں مختلف امور پر تفصیلی غور کیا گیا اور فیصلہ کیا گیا کہ آئندہ ہفتے سے نئی پالیسی پر عملدرآمد شروع کر دیا جائے گا۔ وزیر اعظم نے کہا کہ عوام کی فلاح و بہبود حکومت کی اولین ترجیح ہے اور اس سلسلے میں کوئی کوتاہی برداشت نہیں کی جائے گی۔ حکومت پاکستان کی جانب سے جاری کردہ اعلامیے کے مطابق متعلقہ اداروں کو ہدایت کی گئی ہے کہ وہ فوری طور پر اقدامات کریں اور شہریوں کو درپیش مسائل کے حل کے لیے ضروری کارروائی عمل میں لائیں۔ ذرائع کے مطابق اجلاس میں مختلف امور پر تفصیلی غور کیا گیا اور فیصلہ کیا گیا کہ آئندہ ہفتے سے نئی پالیسی پر عملدرآمد شروع کر دیا جائے گا۔ وزیر اعظم نے کہا کہ عوام کی فلاح و بہبود حکومت کی اولین ترجیح ہے اور اس سلسلے میں کوئی کوتاہی برداشت نہیں کی جائے گی۔ حکومت پاکستان کی جانب سے جاری کردہ اعلامیے کے مطابق متعلقہ اداروں کو ہدایت کی گئی ہے کہ وہ فوری طور پر اقدامات کریں اور شہریوں کو درپیش مسائل کے حل کے لیے ضروری کارروائی عمل میں لائیں۔ ذرائع کے مطابق اجلاس میں مختلف امور پر تفصیلی غور کیا گیا اور فیصلہ کیا گیا کہ آئندہ ہفتے سے نئی پالیسی پر عملدرآمد شروع کر دیا جائے گا۔ وزیر اعظم نے کہا کہ عوام کی فلاح و بہبود حکومت کی اولین ترجیح ہے اور اس سلسلے میں کوئی کوتاہی برداشت نہیں کی جائے گی۔ حکومت پاکستان کی جانب سے جاری کردہ اعلامیے کے مطابق متعلقہ اداروں کو ہدایت کی گئی ہے کہ وہ فوری طور پر اقدامات کریں اور شہریوں کو درپیش مسائل کے حل کے لیے ضروری کارروائی عمل میں لائیں۔ ذرائع کے مطابق اجلاس میں مختلف امور پر تفصیلی غور کیا گیا اور فیصلہ کیا گیا کہ آئندہ ہفتے سے نئی پالیسی پر عملدرآمد شروع کر دیا جائے گا۔ وزیر اعظم نے کہا کہ عوام کی فلاح و بہبود حکومت کی اولین ترجیح ہے اور اس سلسلے میں کوئی کوتاہی برداشت نہیں کی جائے گی۔ حکومت پاکستان کی جانب سے جاری کردہ اعلامیے کے مطابق متعلقہ اداروں کو ہدایت کی گئی ہے کہ وہ فوری طور پر اقدامات کریں اور شہریوں کو درپیش مسائل کے حل کے لیے ضروری کارروائی عمل میں لائیں۔ ذرائع کے مطابق اجلاس میں مختلف امور پر تفصیلی غور کیا گیا اور فیصلہ کیا گیا کہ آئندہ ہفتے سے نئی پالیسی پر عملدرآمد شروع کر دیا جائے گا۔ وزیر اعظم نے کہا کہ عوام کی فلاح و بہبود حکومت کی اولین ترجیح ہے اور اس سلسلے میں کوئی کوتاہی برداشت نہیں کی جائے گی۔ — [444, 762, 493, 1490]
article-text: حکومت پاکستان کی جانب سے جاری کردہ اعلامیے کے مطابق متعلقہ اداروں کو ہدایت کی گئی ہے کہ وہ فوری طور پر اقدامات کریں اور شہریوں کو درپیش مسائل کے حل کے لیے ضروری کارروائی عمل میں لائیں۔ ذرائع کے مطابق اجلاس میں مختلف امور پر تفصیلی غور کیا گیا اور فیصلہ کیا گیا کہ آئندہ ہفتے سے نئی پالیسی پر عملدرآمد شروع کر دیا جائے گا۔ وزیر اعظم نے کہا کہ عوام کی فلاح و بہبود حکومت کی اولین ترجیح ہے اور اس سلسلے میں کوئی کوتاہی برداشت نہیں کی جائے گی۔ حکومت پاکستان کی جانب سے جاری کردہ اعلامیے کے مطابق متعلقہ اداروں کو ہدایت کی گئی ہے کہ وہ فوری طور پر اقدامات کریں اور شہریوں کو درپیش مسائل کے حل کے لیے ضروری کارروائی عمل میں لائیں۔ ذرائع کے مطابق اجلاس میں مختلف امور پر تفصیلی غور کیا گیا اور فیصلہ کیا گیا کہ آئندہ ہفتے سے نئی پالیسی پر عملدرآمد شروع کر دیا جائے گا۔ وزیر اعظم نے کہا کہ عوام کی فلاح و بہبود حکومت کی اولین ترجیح ہے اور اس سلسلے میں کوئی کوتاہی برداشت نہیں کی جائے گی۔ حکومت پاکستان کی جانب سے جاری کردہ اعلامیے کے مطابق متعلقہ اداروں کو ہدایت کی گئی ہے کہ وہ فوری طور پر اقدامات کریں اور شہریوں کو درپیش مسائل کے حل کے لیے ضروری کارروائی عمل میں لائیں۔ ذرائع کے مطابق اجلاس میں مختلف امور پر تفصیلی غور کیا گیا اور فیصلہ کیا گیا کہ آئندہ ہفتے سے نئی پالیسی پر عملدرآمد شروع کر دیا جائے گا۔ وزیر اعظم نے کہا کہ عوام کی فلاح و بہبود حکومت کی اولین ترجیح ہے اور اس سلسلے میں کوئی کوتاہی برداشت نہیں کی جائے گی۔ حکومت پاکستان کی جانب سے جاری کردہ اعلامیے کے مطابق متعلقہ اداروں کو ہدایت کی گئی ہے کہ وہ فوری طور پر اقدامات کریں اور شہریوں کو درپیش مسائل کے حل کے لیے ضروری کارروائی عمل میں لائیں۔ ذرائع کے مطابق اجلاس میں مختلف امور پر تفصیلی غور کیا گیا اور فیصلہ کیا گیا کہ آئندہ ہفتے سے نئی پالیسی پر عملدرآمد شروع کر دیا جائے گا۔ وزیر اعظم نے کہا کہ عوام کی فلاح و بہبود حکومت کی اولین ترجیح ہے اور اس سلسلے میں کوئی کوتاہی برداشت نہیں کی جائے گی۔ حکومت پاکستان کی جانب سے جاری کردہ اعلامیے کے مطابق متعلقہ اداروں کو ہدایت کی گئی ہے کہ وہ فوری طور پر اقدامات کریں اور شہریوں کو درپیش مسائل کے حل کے لیے ضروری کارروائی عمل میں لائیں۔ ذرائع کے مطابق اجلاس میں مختلف امور پر تفصیلی غور کیا گیا اور فیصلہ کیا گیا کہ آئندہ ہفتے سے نئی پالیسی پر عملدرآمد شروع کر دیا جائے گا۔ وزیر اعظم نے کہا کہ عوام کی فلاح و بہبود حکومت کی اولین ترجیح ہے اور اس سلسلے میں کوئی کوتاہی برداشت نہیں کی جائے گی۔ حکومت پاکستان کی جانب سے جاری کردہ اعلامیے کے مطابق متعلقہ اداروں کو ہدایت کی گئی ہے کہ وہ فوری طور پر اقدامات کریں اور شہریوں کو درپیش مسائل کے حل کے لیے ضروری کارروائی عمل میں لائیں۔ ذرائع کے مطابق اجلاس میں مختلف امور پر تفصیلی غور کیا گیا اور فیصلہ کیا گیا کہ آئندہ ہفتے سے نئی پالیسی پر عملدرآمد شروع کر دیا جائے گا۔ وزیر اعظم نے کہا کہ عوام کی فلاح و بہبود حکومت کی اولین ترجیح ہے اور اس سلسلے میں کوئی کوتاہی برداشت نہیں کی جائے گی۔ حکومت پاکستان کی جانب سے جاری کردہ اعلامیے کے مطابق متعلقہ اداروں کو ہدایت کی گئی ہے کہ وہ فوری طور پر اقدامات کریں اور شہریوں کو درپیش مسائل کے حل کے لیے ضروری کارروائی عمل میں لائیں۔ ذرائع کے مطابق اجلاس میں مختلف امور پر تفصیلی غور کیا گیا اور فیصلہ کیا گیا کہ آئندہ ہفتے سے نئی پالیسی پر عملدرآمد شروع کر دیا جائے گا۔ وزیر اعظم نے کہا کہ عوام کی فلاح و بہبود حکومت کی اولین ترجیح ہے اور اس سلسلے میں کوئی کوتاہی برداشت نہیں کی جائے گی۔ حکومت پاکستان کی جانب سے جاری کردہ اعلامیے کے مطابق متعلقہ اداروں کو ہدایت کی گئی ہے کہ وہ فوری طور پر اقدامات کریں اور شہریوں کو درپیش مسائل کے حل کے لیے ضروری کارروائی عمل میں لائیں۔ ذرائع کے مطابق اجلاس میں مختلف امور پر تفصیلی غور کیا گیا اور فیصلہ کیا گیا کہ آئندہ ہفتے سے نئی پالیسی پر عملدرآمد شروع کر دیا جائے گا۔ وزیر اعظم نے کہا کہ عوام کی فلاح و بہبود حکومت کی اولین ترجیح ہے اور اس سلسلے میں کوئی کوتاہی برداشت نہیں کی جائے گی۔ حکومت پاکستان کی جانب سے جاری کردہ اعلامیے کے مطابق متعلقہ اداروں کو ہدایت کی گئی ہے کہ وہ فوری طور پر اقدامات کریں اور شہریوں کو درپیش مسائل کے حل کے لیے ضروری کارروائی عمل میں لائیں۔ ذرائع کے مطابق اجلاس میں مختلف امور پر تفصیلی غور کیا گیا اور فیصلہ کیا گیا کہ آئندہ ہفتے سے نئی پالیسی پر عملدرآمد شروع کر دیا جائے گا۔ وزیر اعظم نے کہا کہ عوام کی فلاح و بہبود حکومت کی اولین ترجیح ہے اور اس سلسلے میں کوئی کوتاہی برداشت نہیں کی جائے گی۔ حکومت پاکستان کی جانب سے جاری کردہ اعلامیے کے مطابق متعلقہ اداروں کو ہدایت کی گئی ہے کہ وہ فوری طور پر اقدامات کریں اور شہریوں کو درپیش مسائل کے حل کے لیے ضروری کارروائی عمل میں لائیں۔ ذرائع کے مطابق اجلاس میں مختلف امور پر تفصیلی غور کیا گیا اور فیصلہ کیا گیا کہ آئندہ ہفتے سے نئی پالیسی پر عملدرآمد شروع کر دیا جائے گا۔ وزیر اعظم نے کہا کہ عوام کی فلاح و بہبود حکومت کی اولین ترجیح ہے اور اس سلسلے میں کوئی کوتاہی برداشت نہیں کی جائے گی۔ حکومت پاکستان کی جانب سے جاری کردہ اعلامیے کے مطابق متعلقہ اداروں کو ہدایت کی گئی ہے کہ وہ فوری طور پر اقدامات کریں اور شہریوں کو درپیش مسائل کے حل کے لیے ضروری کارروائی عمل میں لائیں۔ ذرائع کے مطابق اجلاس میں مختلف امور پر تفصیلی غور کیا گیا اور فیصلہ کیا گیا کہ آئندہ ہفتے سے نئی پالیسی پر عملدرآمد شروع کر دیا جائے گا۔ وزیر اعظم نے کہا کہ عوام کی فلاح و بہبود حکومت کی اولین ترجیح ہے اور اس سلسلے میں کوئی کوتاہی برداشت نہیں کی جائے گی۔ حکومت پاکستان کی جانب سے جاری کردہ اعلامیے کے مطابق متعلقہ اداروں کو ہدایت کی گئی ہے کہ وہ فوری طور پر اقدامات کریں اور شہریوں کو درپیش مسائل کے حل کے لیے ضروری کارروائی عمل میں لائیں۔ ذرائع کے مطابق اجلاس میں مختلف امور پر تفصیلی غور کیا گیا اور فیصلہ کیا گیا کہ آئندہ ہفتے سے نئی پالیسی پر عملدرآمد شروع کر دیا جائے گا۔ وزیر اعظم نے کہا کہ عوام کی فلاح و بہبود حکومت کی اولین ترجیح ہے اور اس سلسلے میں کوئی کوتاہی برداشت نہیں کی جائے گی۔ — [392, 762, 441, 1490]
section-header — [222, 1320, 276, 1328]
section-header — [279, 667, 333, 675]
section-number: 17 — [322, 15, 333, 23]
article-text: حکومت پاکستان کی جانب سے جاری کردہ اعلامیے کے مطابق متعلقہ اداروں کو ہدایت کی گئی ہے کہ وہ فوری طور پر اقدامات کریں اور شہریوں کو درپیش مسائل کے حل کے لیے ضروری کارروائی عمل میں لائیں۔ ذرائع کے مطابق اجلاس میں مختلف امور پر تفصیلی غور کیا گیا اور فیصلہ کیا گیا کہ آئندہ ہفتے سے نئی پالیسی پر عملدرآمد شروع کر دیا جائے گا۔ وزیر اعظم نے کہا کہ عوام کی فلاح و بہبود حکومت کی اولین ترجیح ہے اور اس سلسلے میں کوئی کوتاہی برداشت نہیں کی جائے گی۔ حکومت پاکستان کی جانب سے جاری کردہ اعلامیے کے مطابق متعلقہ اداروں کو ہدایت کی گئی ہے کہ وہ فوری طور پر اقدامات کریں اور شہریوں کو درپیش مسائل کے حل کے لیے ضروری کارروائی عمل میں لائیں۔ ذرائع کے مطابق اجلاس میں مختلف امور پر تفصیلی غور کیا گیا اور فیصلہ کیا گیا کہ آئندہ ہفتے سے نئی پالیسی پر عملدرآمد شروع کر دیا جائے گا۔ وزیر اعظم نے کہا کہ عوام کی فلاح و بہبود حکومت کی اولین ترجیح ہے اور اس سلسلے میں کوئی کوتاہی برداشت نہیں کی جائے گی۔ حکومت پاکستان کی جانب سے جاری کردہ اعلامیے کے مطابق متعلقہ اداروں کو ہدایت کی گئی ہے کہ وہ فوری طور پر اقدامات کریں اور شہریوں کو درپیش مسائل کے حل کے لیے ضروری کارروائی عمل میں لائیں۔ ذرائع کے مطابق اجلاس میں مختلف امور پر تفصیلی غور کیا گیا اور فیصلہ کیا گیا کہ آئندہ ہفتے سے نئی پالیسی پر عملدرآمد شروع کر دیا جائے گا۔ وزیر اعظم نے کہا کہ عوام کی فلاح و بہبود حکومت کی اولین ترجیح ہے اور اس سلسلے میں کوئی کوتاہی برداشت نہیں کی جائے گی۔ حکومت پاکستان کی جانب سے جاری کردہ اعلامیے کے مطابق متعلقہ اداروں کو ہدایت کی گئی ہے کہ وہ فوری طور پر اقدامات کریں اور شہریوں کو درپیش مسائل کے حل کے لیے ضروری کارروائی عمل میں لائیں۔ ذرائع کے مطابق اجلاس میں مختلف امور پر تفصیلی غور کیا گیا اور فیصلہ کیا گیا کہ آئندہ ہفتے سے نئی پالیسی پر عملدرآمد شروع کر دیا جائے گا۔ وزیر اعظم نے کہا کہ عوام کی فلاح و بہبود حکومت کی اولین ترجیح ہے اور اس سلسلے میں کوئی کوتاہی برداشت نہیں کی جائے گی۔ حکومت پاکستان کی جانب سے جاری کردہ اعلامیے کے مطابق متعلقہ اداروں کو ہدایت کی گئی ہے کہ وہ فوری طور پر اقدامات کریں اور شہریوں کو درپیش مسائل کے حل کے لیے ضروری کارروائی عمل میں لائیں۔ ذرائع کے مطابق اجلاس میں مختلف امور پر تفصیلی غور کیا گیا اور فیصلہ کیا گیا کہ آئندہ ہفتے سے نئی پالیسی پر عملدرآمد شروع کر دیا جائے گا۔ وزیر اعظم نے کہا کہ عوام کی فلاح و بہبود حکومت کی اولین ترجیح ہے اور اس سلسلے میں کوئی کوتاہی برداشت نہیں کی جائے گی۔ حکومت پاکستان کی جانب سے جاری کردہ اعلامیے کے مطابق متعلقہ اداروں کو ہدایت کی گئی ہے کہ وہ فوری طور پر اقدامات کریں اور شہریوں کو درپیش مسائل کے حل کے لیے ضروری کارروائی عمل میں لائیں۔ ذرائع کے مطابق اجلاس میں مختلف امور پر تفصیلی غور کیا گیا اور فیصلہ کیا گیا کہ آئندہ ہفتے سے نئی پالیسی پر عملدرآمد شروع کر دیا جائے گا۔ وزیر اعظم نے کہا کہ عوام کی فلاح و بہبود حکومت کی اولین ترجیح ہے اور اس سلسلے میں کوئی کوتاہی برداشت نہیں کی جائے گی۔ حکومت پاکستان کی جانب سے جاری کردہ اعلامیے کے مطابق متعلقہ اداروں کو ہدایت کی گئی ہے کہ وہ فوری طور پر اقدامات کریں اور شہریوں کو درپیش مسائل کے حل کے لیے ضروری کارروائی عمل میں لائیں۔ ذرائع کے مطابق اجلاس میں مختلف امور پر تفصیلی غور کیا گیا اور فیصلہ کیا گیا کہ آئندہ ہفتے سے نئی پالیسی پر عملدرآمد شروع کر دیا جائے گا۔ وزیر اعظم نے کہا کہ عوام کی فلاح و بہبود حکومت کی اولین ترجیح ہے اور اس سلسلے میں کوئی کوتاہی برداشت نہیں کی جائے گی۔ حکومت پاکستان کی جانب سے جاری کردہ اعلامیے کے مطابق متعلقہ اداروں کو ہدایت کی گئی ہے کہ وہ فوری طور پر اقدامات کریں اور شہریوں کو درپیش مسائل کے حل کے لیے ضروری کارروائی عمل میں لائیں۔ ذرائع کے مطابق اجلاس میں مختلف امور پر تفصیلی غور کیا گیا اور فیصلہ کیا گیا کہ آئندہ ہفتے سے نئی پالیسی پر عملدرآمد شروع کر دیا جائے گا۔ وزیر اعظم نے کہا کہ عوام کی فلاح و بہبود حکومت کی اولین ترجیح ہے اور اس سلسلے میں کوئی کوتاہی برداشت نہیں کی جائے گی۔ حکومت پاکستان کی جانب سے جاری کردہ اعلامیے کے مطابق متعلقہ اداروں کو ہدایت کی گئی ہے کہ وہ فوری طور پر اقدامات کریں اور شہریوں کو درپیش مسائل کے حل کے لیے ضروری کارروائی عمل میں لائیں۔ ذرائع کے مطابق اجلاس میں مختلف امور پر تفصیلی غور کیا گیا اور فیصلہ کیا گیا کہ آئندہ ہفتے سے نئی پالیسی پر عملدرآمد شروع کر دیا جائے گا۔ وزیر اعظم نے کہا کہ عوام کی فلاح و بہبود حکومت کی اولین ترجیح ہے اور اس سلسلے میں کوئی کوتاہی برداشت نہیں کی جائے گی۔ حکومت پاکستان کی جانب سے جاری کردہ اعلامیے کے مطابق متعلقہ اداروں کو ہدایت کی گئی ہے کہ وہ فوری طور پر اقدامات کریں اور شہریوں کو درپیش مسائل کے حل کے لیے ضروری کارروائی عمل میں لائیں۔ ذرائع کے مطابق اجلاس میں مختلف امور پر تفصیلی غور کیا گیا اور فیصلہ کیا گیا کہ آئندہ ہفتے سے نئی پالیسی پر عملدرآمد شروع کر دیا جائے گا۔ وزیر اعظم نے کہا کہ عوام کی فلاح و بہبود حکومت کی اولین ترجیح ہے اور اس سلسلے میں کوئی کوتاہی برداشت نہیں کی جائے گی۔ حکومت پاکستان کی جانب سے جاری کردہ اعلامیے کے مطابق متعلقہ اداروں کو ہدایت کی گئی ہے کہ وہ فوری طور پر اقدامات کریں اور شہریوں کو درپیش مسائل کے حل کے لیے ضروری کارروائی عمل میں لائیں۔ ذرائع کے مطابق اجلاس میں مختلف امور پر تفصیلی غور کیا گیا اور فیصلہ کیا گیا کہ آئندہ ہفتے سے نئی پالیسی پر عملدرآمد شروع کر دیا جائے گا۔ وزیر اعظم نے کہا کہ عوام کی فلاح و بہبود حکومت کی اولین ترجیح ہے اور اس سلسلے میں کوئی کوتاہی برداشت نہیں کی جائے گی۔ حکومت پاکستان کی جانب سے جاری کردہ اعلامیے کے مطابق متعلقہ اداروں کو ہدایت کی گئی ہے کہ وہ فوری طور پر اقدامات کریں اور شہریوں کو درپیش مسائل کے حل کے لیے ضروری کارروائی عمل میں لائیں۔ ذرائع کے مطابق اجلاس میں مختلف امور پر تفصیلی غور کیا گیا اور فیصلہ کیا گیا کہ آئندہ ہفتے سے نئی پالیسی پر عملدرآمد شروع کر دیا جائے گا۔ وزیر اعظم نے کہا کہ عوام کی فلاح و بہبود حکومت کی اولین ترجیح ہے اور اس سلسلے میں کوئی کوتاہی برداشت نہیں کی جائے گی۔ — [222, 24, 276, 666]
article-text: حکومت پاکستان کی جانب سے جاری کردہ اعلامیے کے مطابق متعلقہ اداروں کو ہدایت کی گئی ہے کہ وہ فوری طور پر اقدامات کریں اور شہریوں کو درپیش مسائل کے حل کے لیے ضروری کارروائی عمل میں لائیں۔ ذرائع کے مطابق اجلاس میں مختلف امور پر تفصیلی غور کیا گیا اور فیصلہ کیا گیا کہ آئندہ ہفتے سے نئی پالیسی پر عملدرآمد شروع کر دیا جائے گا۔ وزیر اعظم نے کہا کہ عوام کی فلاح و بہبود حکومت کی اولین ترجیح ہے اور اس سلسلے میں کوئی کوتاہی برداشت نہیں کی جائے گی۔ حکومت پاکستان کی جانب سے جاری کردہ اعلامیے کے مطابق متعلقہ اداروں کو ہدایت کی گئی ہے کہ وہ فوری طور پر اقدامات کریں اور شہریوں کو درپیش مسائل کے حل کے لیے ضروری کارروائی عمل میں لائیں۔ ذرائع کے مطابق اجلاس میں مختلف امور پر تفصیلی غور کیا گیا اور فیصلہ کیا گیا کہ آئندہ ہفتے سے نئی پالیسی پر عملدرآمد شروع کر دیا جائے گا۔ وزیر اعظم نے کہا کہ عوام کی فلاح و بہبود حکومت کی اولین ترجیح ہے اور اس سلسلے میں کوئی کوتاہی برداشت نہیں کی جائے گی۔ حکومت پاکستان کی جانب سے جاری کردہ اعلامیے کے مطابق متعلقہ اداروں کو ہدایت کی گئی ہے کہ وہ فوری طور پر اقدامات کریں اور شہریوں کو درپیش مسائل کے حل کے لیے ضروری کارروائی عمل میں لائیں۔ ذرائع کے مطابق اجلاس میں مختلف امور پر تفصیلی غور کیا گیا اور فیصلہ کیا گیا کہ آئندہ ہفتے سے نئی پالیسی پر عملدرآمد شروع کر دیا جائے گا۔ وزیر اعظم نے کہا کہ عوام کی فلاح و بہبود حکومت کی اولین ترجیح ہے اور اس سلسلے میں کوئی کوتاہی برداشت نہیں کی جائے گی۔ حکومت پاکستان کی جانب سے جاری کردہ اعلامیے کے مطابق متعلقہ اداروں کو ہدایت کی گئی ہے کہ وہ فوری طور پر اقدامات کریں اور شہریوں کو درپیش مسائل کے حل کے لیے ضروری کارروائی عمل میں لائیں۔ ذرائع کے مطابق اجلاس میں مختلف امور پر تفصیلی غور کیا گیا اور فیصلہ کیا گیا کہ آئندہ ہفتے سے نئی پالیسی پر عملدرآمد شروع کر دیا جائے گا۔ وزیر اعظم نے کہا کہ عوام کی فلاح و بہبود حکومت کی اولین ترجیح ہے اور اس سلسلے میں کوئی کوتاہی برداشت نہیں کی جائے گی۔ حکومت پاکستان کی جانب سے جاری کردہ اعلامیے کے مطابق متعلقہ اداروں کو ہدایت کی گئی ہے کہ وہ فوری طور پر اقدامات کریں اور شہریوں کو درپیش مسائل کے حل کے لیے ضروری کارروائی عمل میں لائیں۔ ذرائع کے مطابق اجلاس میں مختلف امور پر تفصیلی غور کیا گیا اور فیصلہ کیا گیا کہ آئندہ ہفتے سے نئی پالیسی پر عملدرآمد شروع کر دیا جائے گا۔ وزیر اعظم نے کہا کہ عوام کی فلاح و بہبود حکومت کی اولین ترجیح ہے اور اس سلسلے میں کوئی کوتاہی برداشت نہیں کی جائے گی۔ حکومت پاکستان کی جانب سے جاری کردہ اعلامیے کے مطابق متعلقہ اداروں کو ہدایت کی گئی ہے کہ وہ فوری طور پر اقدامات کریں اور شہریوں کو درپیش مسائل کے حل کے لیے ضروری کارروائی عمل میں لائیں۔ ذرائع کے مطابق اجلاس میں مختلف امور پر تفصیلی غور کیا گیا اور فیصلہ کیا گیا کہ آئندہ ہفتے سے نئی پالیسی پر عملدرآمد شروع کر دیا جائے گا۔ وزیر اعظم نے کہا کہ عوام کی فلاح و بہبود حکومت کی اولین ترجیح ہے اور اس سلسلے میں کوئی کوتاہی برداشت نہیں کی جائے گی۔ حکومت پاکستان کی جانب سے جاری کردہ اعلامیے کے مطابق متعلقہ اداروں کو ہدایت کی گئی ہے کہ وہ فوری طور پر اقدامات کریں اور شہریوں کو درپیش مسائل کے حل کے لیے ضروری کارروائی عمل میں لائیں۔ ذرائع کے مطابق اجلاس میں مختلف امور پر تفصیلی غور کیا گیا اور فیصلہ کیا گیا کہ آئندہ ہفتے سے نئی پالیسی پر عملدرآمد شروع کر دیا جائے گا۔ وزیر اعظم نے کہا کہ عوام کی فلاح و بہبود حکومت کی اولین ترجیح ہے اور اس سلسلے میں کوئی کوتاہی برداشت نہیں کی جائے گی۔ حکومت پاکستان کی جانب سے جاری کردہ اعلامیے کے مطابق متعلقہ اداروں کو ہدایت کی گئی ہے کہ وہ فوری طور پر اقدامات کریں اور شہریوں کو درپیش مسائل کے حل کے لیے ضروری کارروائی عمل میں لائیں۔ ذرائع کے مطابق اجلاس میں مختلف امور پر تفصیلی غور کیا گیا اور فیصلہ کیا گیا کہ آئندہ ہفتے سے نئی پالیسی پر عملدرآمد شروع کر دیا جائے گا۔ وزیر اعظم نے کہا کہ عوام کی فلاح و بہبود حکومت کی اولین ترجیح ہے اور اس سلسلے میں کوئی کوتاہی برداشت نہیں کی جائے گی۔ حکومت پاکستان کی جانب سے جاری کردہ اعلامیے کے مطابق متعلقہ اداروں کو ہدایت کی گئی ہے کہ وہ فوری طور پر اقدامات کریں اور شہریوں کو درپیش مسائل کے حل کے لیے ضروری کارروائی عمل میں لائیں۔ ذرائع کے مطابق اجلاس میں مختلف امور پر تفصیلی غور کیا گیا اور فیصلہ کیا گیا کہ آئندہ ہفتے سے نئی پالیسی پر عملدرآمد شروع کر دیا جائے گا۔ وزیر اعظم نے کہا کہ عوام کی فلاح و بہبود حکومت کی اولین ترجیح ہے اور اس سلسلے میں کوئی کوتاہی برداشت نہیں کی جائے گی۔ حکومت پاکستان کی جانب سے جاری کردہ اعلامیے کے مطابق متعلقہ اداروں کو ہدایت کی گئی ہے کہ وہ فوری طور پر اقدامات کریں اور شہریوں کو درپیش مسائل کے حل کے لیے ضروری کارروائی عمل میں لائیں۔ ذرائع کے مطابق اجلاس میں مختلف امور پر تفصیلی غور کیا گیا اور فیصلہ کیا گیا کہ آئندہ ہفتے سے نئی پالیسی پر عملدرآمد شروع کر دیا جائے گا۔ وزیر اعظم نے کہا کہ عوام کی فلاح و بہبود حکومت کی اولین ترجیح ہے اور اس سلسلے میں کوئی کوتاہی برداشت نہیں کی جائے گی۔ حکومت پاکستان کی جانب سے جاری کردہ اعلامیے کے مطابق متعلقہ اداروں کو ہدایت کی گئی ہے کہ وہ فوری طور پر اقدامات کریں اور شہریوں کو درپیش مسائل کے حل کے لیے ضروری کارروائی عمل میں لائیں۔ ذرائع کے مطابق اجلاس میں مختلف امور پر تفصیلی غور کیا گیا اور فیصلہ کیا گیا کہ آئندہ ہفتے سے نئی پالیسی پر عملدرآمد شروع کر دیا جائے گا۔ وزیر اعظم نے کہا کہ عوام کی فلاح و بہبود حکومت کی اولین ترجیح ہے اور اس سلسلے میں کوئی کوتاہی برداشت نہیں کی جائے گی۔ حکومت پاکستان کی جانب سے جاری کردہ اعلامیے کے مطابق متعلقہ اداروں کو ہدایت کی گئی ہے کہ وہ فوری طور پر اقدامات کریں اور شہریوں کو درپیش مسائل کے حل کے لیے ضروری کارروائی عمل میں لائیں۔ ذرائع کے مطابق اجلاس میں مختلف امور پر تفصیلی غور کیا گیا اور فیصلہ کیا گیا کہ آئندہ ہفتے سے نئی پالیسی پر عملدرآمد شروع کر دیا جائے گا۔ وزیر اعظم نے کہا کہ عوام کی فلاح و بہبود حکومت کی اولین ترجیح ہے اور اس سلسلے میں کوئی کوتاہی برداشت نہیں کی جائے گی۔ — [279, 1328, 333, 1971]
section-number: 20 — [322, 1973, 333, 1980]
section-number: 37 — [152, 15, 162, 23]
section-header — [392, 2230, 441, 2239]
section-title: خبر کا عنوان — [225, 1974, 247, 1979]
section-title: خبر کا عنوان — [225, 1321, 247, 1327]
section-number: 33 — [209, 1973, 219, 1980]
article-text: حکومت پاکستان کی جانب سے جاری کردہ اعلامیے کے مطابق متعلقہ اداروں کو ہدایت کی گئی ہے کہ وہ فوری طور پر اقدامات کریں اور شہریوں کو درپیش مسائل کے حل کے لیے ضروری کارروائی عمل میں لائیں۔ ذرائع کے مطابق اجلاس میں مختلف امور پر تفصیلی غور کیا گیا اور فیصلہ کیا گیا کہ آئندہ ہفتے سے نئی پالیسی پر عملدرآمد شروع کر دیا جائے گا۔ وزیر اعظم نے کہا کہ عوام کی فلاح و بہبود حکومت کی اولین ترجیح ہے اور اس سلسلے میں کوئی کوتاہی برداشت نہیں کی جائے گی۔ حکومت پاکستان کی جانب سے جاری کردہ اعلامیے کے مطابق متعلقہ اداروں کو ہدایت کی گئی ہے کہ وہ فوری طور پر اقدامات کریں اور شہریوں کو درپیش مسائل کے حل کے لیے ضروری کارروائی عمل میں لائیں۔ ذرائع کے مطابق اجلاس میں مختلف امور پر تفصیلی غور کیا گیا اور فیصلہ کیا گیا کہ آئندہ ہفتے سے نئی پالیسی پر عملدرآمد شروع کر دیا جائے گا۔ وزیر اعظم نے کہا کہ عوام کی فلاح و بہبود حکومت کی اولین ترجیح ہے اور اس سلسلے میں کوئی کوتاہی برداشت نہیں کی جائے گی۔ حکومت پاکستان کی جانب سے جاری کردہ اعلامیے کے مطابق متعلقہ اداروں کو ہدایت کی گئی ہے کہ وہ فوری طور پر اقدامات کریں اور شہریوں کو درپیش مسائل کے حل کے لیے ضروری کارروائی عمل میں لائیں۔ ذرائع کے مطابق اجلاس میں مختلف امور پر تفصیلی غور کیا گیا اور فیصلہ کیا گیا کہ آئندہ ہفتے سے نئی پالیسی پر عملدرآمد شروع کر دیا جائے گا۔ وزیر اعظم نے کہا کہ عوام کی فلاح و بہبود حکومت کی اولین ترجیح ہے اور اس سلسلے میں کوئی کوتاہی برداشت نہیں کی جائے گی۔ حکومت پاکستان کی جانب سے جاری کردہ اعلامیے کے مطابق متعلقہ اداروں کو ہدایت کی گئی ہے کہ وہ فوری طور پر اقدامات کریں اور شہریوں کو درپیش مسائل کے حل کے لیے ضروری کارروائی عمل میں لائیں۔ ذرائع کے مطابق اجلاس میں مختلف امور پر تفصیلی غور کیا گیا اور فیصلہ کیا گیا کہ آئندہ ہفتے سے نئی پالیسی پر عملدرآمد شروع کر دیا جائے گا۔ وزیر اعظم نے کہا کہ عوام کی فلاح و بہبود حکومت کی اولین ترجیح ہے اور اس سلسلے میں کوئی کوتاہی برداشت نہیں کی جائے گی۔ حکومت پاکستان کی جانب سے جاری کردہ اعلامیے کے مطابق متعلقہ اداروں کو ہدایت کی گئی ہے کہ وہ فوری طور پر اقدامات کریں اور شہریوں کو درپیش مسائل کے حل کے لیے ضروری کارروائی عمل میں لائیں۔ ذرائع کے مطابق اجلاس میں مختلف امور پر تفصیلی غور کیا گیا اور فیصلہ کیا گیا کہ آئندہ ہفتے سے نئی پالیسی پر عملدرآمد شروع کر دیا جائے گا۔ وزیر اعظم نے کہا کہ عوام کی فلاح و بہبود حکومت کی اولین ترجیح ہے اور اس سلسلے میں کوئی کوتاہی برداشت نہیں کی جائے گی۔ حکومت پاکستان کی جانب سے جاری کردہ اعلامیے کے مطابق متعلقہ اداروں کو ہدایت کی گئی ہے کہ وہ فوری طور پر اقدامات کریں اور شہریوں کو درپیش مسائل کے حل کے لیے ضروری کارروائی عمل میں لائیں۔ ذرائع کے مطابق اجلاس میں مختلف امور پر تفصیلی غور کیا گیا اور فیصلہ کیا گیا کہ آئندہ ہفتے سے نئی پالیسی پر عملدرآمد شروع کر دیا جائے گا۔ وزیر اعظم نے کہا کہ عوام کی فلاح و بہبود حکومت کی اولین ترجیح ہے اور اس سلسلے میں کوئی کوتاہی برداشت نہیں کی جائے گی۔ حکومت پاکستان کی جانب سے جاری کردہ اعلامیے کے مطابق متعلقہ اداروں کو ہدایت کی گئی ہے کہ وہ فوری طور پر اقدامات کریں اور شہریوں کو درپیش مسائل کے حل کے لیے ضروری کارروائی عمل میں لائیں۔ ذرائع کے مطابق اجلاس میں مختلف امور پر تفصیلی غور کیا گیا اور فیصلہ کیا گیا کہ آئندہ ہفتے سے نئی پالیسی پر عملدرآمد شروع کر دیا جائے گا۔ وزیر اعظم نے کہا کہ عوام کی فلاح و بہبود حکومت کی اولین ترجیح ہے اور اس سلسلے میں کوئی کوتاہی برداشت نہیں کی جائے گی۔ حکومت پاکستان کی جانب سے جاری کردہ اعلامیے کے مطابق متعلقہ اداروں کو ہدایت کی گئی ہے کہ وہ فوری طور پر اقدامات کریں اور شہریوں کو درپیش مسائل کے حل کے لیے ضروری کارروائی عمل میں لائیں۔ ذرائع کے مطابق اجلاس میں مختلف امور پر تفصیلی غور کیا گیا اور فیصلہ کیا گیا کہ آئندہ ہفتے سے نئی پالیسی پر عملدرآمد شروع کر دیا جائے گا۔ وزیر اعظم نے کہا کہ عوام کی فلاح و بہبود حکومت کی اولین ترجیح ہے اور اس سلسلے میں کوئی کوتاہی برداشت نہیں کی جائے گی۔ حکومت پاکستان کی جانب سے جاری کردہ اعلامیے کے مطابق متعلقہ اداروں کو ہدایت کی گئی ہے کہ وہ فوری طور پر اقدامات کریں اور شہریوں کو درپیش مسائل کے حل کے لیے ضروری کارروائی عمل میں لائیں۔ ذرائع کے مطابق اجلاس میں مختلف امور پر تفصیلی غور کیا گیا اور فیصلہ کیا گیا کہ آئندہ ہفتے سے نئی پالیسی پر عملدرآمد شروع کر دیا جائے گا۔ وزیر اعظم نے کہا کہ عوام کی فلاح و بہبود حکومت کی اولین ترجیح ہے اور اس سلسلے میں کوئی کوتاہی برداشت نہیں کی جائے گی۔ حکومت پاکستان کی جانب سے جاری کردہ اعلامیے کے مطابق متعلقہ اداروں کو ہدایت کی گئی ہے کہ وہ فوری طور پر اقدامات کریں اور شہریوں کو درپیش مسائل کے حل کے لیے ضروری کارروائی عمل میں لائیں۔ ذرائع کے مطابق اجلاس میں مختلف امور پر تفصیلی غور کیا گیا اور فیصلہ کیا گیا کہ آئندہ ہفتے سے نئی پالیسی پر عملدرآمد شروع کر دیا جائے گا۔ وزیر اعظم نے کہا کہ عوام کی فلاح و بہبود حکومت کی اولین ترجیح ہے اور اس سلسلے میں کوئی کوتاہی برداشت نہیں کی جائے گی۔ حکومت پاکستان کی جانب سے جاری کردہ اعلامیے کے مطابق متعلقہ اداروں کو ہدایت کی گئی ہے کہ وہ فوری طور پر اقدامات کریں اور شہریوں کو درپیش مسائل کے حل کے لیے ضروری کارروائی عمل میں لائیں۔ ذرائع کے مطابق اجلاس میں مختلف امور پر تفصیلی غور کیا گیا اور فیصلہ کیا گیا کہ آئندہ ہفتے سے نئی پالیسی پر عملدرآمد شروع کر دیا جائے گا۔ وزیر اعظم نے کہا کہ عوام کی فلاح و بہبود حکومت کی اولین ترجیح ہے اور اس سلسلے میں کوئی کوتاہی برداشت نہیں کی جائے گی۔ حکومت پاکستان کی جانب سے جاری کردہ اعلامیے کے مطابق متعلقہ اداروں کو ہدایت کی گئی ہے کہ وہ فوری طور پر اقدامات کریں اور شہریوں کو درپیش مسائل کے حل کے لیے ضروری کارروائی عمل میں لائیں۔ ذرائع کے مطابق اجلاس میں مختلف امور پر تفصیلی غور کیا گیا اور فیصلہ کیا گیا کہ آئندہ ہفتے سے نئی پالیسی پر عملدرآمد شروع کر دیا جائے گا۔ وزیر اعظم نے کہا کہ عوام کی فلاح و بہبود حکومت کی اولین ترجیح ہے اور اس سلسلے میں کوئی کوتاہی برداشت نہیں کی جائے گی۔ — [166, 24, 220, 666]
article-text: حکومت پاکستان کی جانب سے جاری کردہ اعلامیے کے مطابق متعلقہ اداروں کو ہدایت کی گئی ہے کہ وہ فوری طور پر اقدامات کریں اور شہریوں کو درپیش مسائل کے حل کے لیے ضروری کارروائی عمل میں لائیں۔ ذرائع کے مطابق اجلاس میں مختلف امور پر تفصیلی غور کیا گیا اور فیصلہ کیا گیا کہ آئندہ ہفتے سے نئی پالیسی پر عملدرآمد شروع کر دیا جائے گا۔ وزیر اعظم نے کہا کہ عوام کی فلاح و بہبود حکومت کی اولین ترجیح ہے اور اس سلسلے میں کوئی کوتاہی برداشت نہیں کی جائے گی۔ حکومت پاکستان کی جانب سے جاری کردہ اعلامیے کے مطابق متعلقہ اداروں کو ہدایت کی گئی ہے کہ وہ فوری طور پر اقدامات کریں اور شہریوں کو درپیش مسائل کے حل کے لیے ضروری کارروائی عمل میں لائیں۔ ذرائع کے مطابق اجلاس میں مختلف امور پر تفصیلی غور کیا گیا اور فیصلہ کیا گیا کہ آئندہ ہفتے سے نئی پالیسی پر عملدرآمد شروع کر دیا جائے گا۔ وزیر اعظم نے کہا کہ عوام کی فلاح و بہبود حکومت کی اولین ترجیح ہے اور اس سلسلے میں کوئی کوتاہی برداشت نہیں کی جائے گی۔ حکومت پاکستان کی جانب سے جاری کردہ اعلامیے کے مطابق متعلقہ اداروں کو ہدایت کی گئی ہے کہ وہ فوری طور پر اقدامات کریں اور شہریوں کو درپیش مسائل کے حل کے لیے ضروری کارروائی عمل میں لائیں۔ ذرائع کے مطابق اجلاس میں مختلف امور پر تفصیلی غور کیا گیا اور فیصلہ کیا گیا کہ آئندہ ہفتے سے نئی پالیسی پر عملدرآمد شروع کر دیا جائے گا۔ وزیر اعظم نے کہا کہ عوام کی فلاح و بہبود حکومت کی اولین ترجیح ہے اور اس سلسلے میں کوئی کوتاہی برداشت نہیں کی جائے گی۔ حکومت پاکستان کی جانب سے جاری کردہ اعلامیے کے مطابق متعلقہ اداروں کو ہدایت کی گئی ہے کہ وہ فوری طور پر اقدامات کریں اور شہریوں کو درپیش مسائل کے حل کے لیے ضروری کارروائی عمل میں لائیں۔ ذرائع کے مطابق اجلاس میں مختلف امور پر تفصیلی غور کیا گیا اور فیصلہ کیا گیا کہ آئندہ ہفتے سے نئی پالیسی پر عملدرآمد شروع کر دیا جائے گا۔ وزیر اعظم نے کہا کہ عوام کی فلاح و بہبود حکومت کی اولین ترجیح ہے اور اس سلسلے میں کوئی کوتاہی برداشت نہیں کی جائے گی۔ حکومت پاکستان کی جانب سے جاری کردہ اعلامیے کے مطابق متعلقہ اداروں کو ہدایت کی گئی ہے کہ وہ فوری طور پر اقدامات کریں اور شہریوں کو درپیش مسائل کے حل کے لیے ضروری کارروائی عمل میں لائیں۔ ذرائع کے مطابق اجلاس میں مختلف امور پر تفصیلی غور کیا گیا اور فیصلہ کیا گیا کہ آئندہ ہفتے سے نئی پالیسی پر عملدرآمد شروع کر دیا جائے گا۔ وزیر اعظم نے کہا کہ عوام کی فلاح و بہبود حکومت کی اولین ترجیح ہے اور اس سلسلے میں کوئی کوتاہی برداشت نہیں کی جائے گی۔ حکومت پاکستان کی جانب سے جاری کردہ اعلامیے کے مطابق متعلقہ اداروں کو ہدایت کی گئی ہے کہ وہ فوری طور پر اقدامات کریں اور شہریوں کو درپیش مسائل کے حل کے لیے ضروری کارروائی عمل میں لائیں۔ ذرائع کے مطابق اجلاس میں مختلف امور پر تفصیلی غور کیا گیا اور فیصلہ کیا گیا کہ آئندہ ہفتے سے نئی پالیسی پر عملدرآمد شروع کر دیا جائے گا۔ وزیر اعظم نے کہا کہ عوام کی فلاح و بہبود حکومت کی اولین ترجیح ہے اور اس سلسلے میں کوئی کوتاہی برداشت نہیں کی جائے گی۔ حکومت پاکستان کی جانب سے جاری کردہ اعلامیے کے مطابق متعلقہ اداروں کو ہدایت کی گئی ہے کہ وہ فوری طور پر اقدامات کریں اور شہریوں کو درپیش مسائل کے حل کے لیے ضروری کارروائی عمل میں لائیں۔ ذرائع کے مطابق اجلاس میں مختلف امور پر تفصیلی غور کیا گیا اور فیصلہ کیا گیا کہ آئندہ ہفتے سے نئی پالیسی پر عملدرآمد شروع کر دیا جائے گا۔ وزیر اعظم نے کہا کہ عوام کی فلاح و بہبود حکومت کی اولین ترجیح ہے اور اس سلسلے میں کوئی کوتاہی برداشت نہیں کی جائے گی۔ حکومت پاکستان کی جانب سے جاری کردہ اعلامیے کے مطابق متعلقہ اداروں کو ہدایت کی گئی ہے کہ وہ فوری طور پر اقدامات کریں اور شہریوں کو درپیش مسائل کے حل کے لیے ضروری کارروائی عمل میں لائیں۔ ذرائع کے مطابق اجلاس میں مختلف امور پر تفصیلی غور کیا گیا اور فیصلہ کیا گیا کہ آئندہ ہفتے سے نئی پالیسی پر عملدرآمد شروع کر دیا جائے گا۔ وزیر اعظم نے کہا کہ عوام کی فلاح و بہبود حکومت کی اولین ترجیح ہے اور اس سلسلے میں کوئی کوتاہی برداشت نہیں کی جائے گی۔ حکومت پاکستان کی جانب سے جاری کردہ اعلامیے کے مطابق متعلقہ اداروں کو ہدایت کی گئی ہے کہ وہ فوری طور پر اقدامات کریں اور شہریوں کو درپیش مسائل کے حل کے لیے ضروری کارروائی عمل میں لائیں۔ ذرائع کے مطابق اجلاس میں مختلف امور پر تفصیلی غور کیا گیا اور فیصلہ کیا گیا کہ آئندہ ہفتے سے نئی پالیسی پر عملدرآمد شروع کر دیا جائے گا۔ وزیر اعظم نے کہا کہ عوام کی فلاح و بہبود حکومت کی اولین ترجیح ہے اور اس سلسلے میں کوئی کوتاہی برداشت نہیں کی جائے گی۔ حکومت پاکستان کی جانب سے جاری کردہ اعلامیے کے مطابق متعلقہ اداروں کو ہدایت کی گئی ہے کہ وہ فوری طور پر اقدامات کریں اور شہریوں کو درپیش مسائل کے حل کے لیے ضروری کارروائی عمل میں لائیں۔ ذرائع کے مطابق اجلاس میں مختلف امور پر تفصیلی غور کیا گیا اور فیصلہ کیا گیا کہ آئندہ ہفتے سے نئی پالیسی پر عملدرآمد شروع کر دیا جائے گا۔ وزیر اعظم نے کہا کہ عوام کی فلاح و بہبود حکومت کی اولین ترجیح ہے اور اس سلسلے میں کوئی کوتاہی برداشت نہیں کی جائے گی۔ حکومت پاکستان کی جانب سے جاری کردہ اعلامیے کے مطابق متعلقہ اداروں کو ہدایت کی گئی ہے کہ وہ فوری طور پر اقدامات کریں اور شہریوں کو درپیش مسائل کے حل کے لیے ضروری کارروائی عمل میں لائیں۔ ذرائع کے مطابق اجلاس میں مختلف امور پر تفصیلی غور کیا گیا اور فیصلہ کیا گیا کہ آئندہ ہفتے سے نئی پالیسی پر عملدرآمد شروع کر دیا جائے گا۔ وزیر اعظم نے کہا کہ عوام کی فلاح و بہبود حکومت کی اولین ترجیح ہے اور اس سلسلے میں کوئی کوتاہی برداشت نہیں کی جائے گی۔ حکومت پاکستان کی جانب سے جاری کردہ اعلامیے کے مطابق متعلقہ — [166, 1981, 220, 2576]
section-header — [279, 1972, 333, 1980]
section-header — [336, 667, 390, 675]
ads-title: مختصر اشتہارات — [59, 16, 101, 37]
paper-date: THE DAILY UMMAT,TUESDAY MAY 26,2026 — [2, 1, 148, 9]
section-title: خبر کا عنوان — [111, 1321, 134, 1327]
article-text: حکومت پاکستان کی جانب سے جاری کردہ اعلامیے کے مطابق متعلقہ اداروں کو ہدایت کی گئی ہے کہ وہ فوری طور پر اقدامات کریں اور شہریوں کو درپیش مسائل کے حل کے لیے ضروری کارروائی عمل میں لائیں۔ ذرائع کے مطابق اجلاس میں مختلف امور پر تفصیلی غور کیا گیا اور فیصلہ کیا گیا کہ آئندہ ہفتے سے نئی پالیسی پر عملدرآمد شروع کر دیا جائے گا۔ وزیر اعظم نے کہا کہ عوام کی فلاح و بہبود حکومت کی اولین ترجیح ہے اور اس سلسلے میں کوئی کوتاہی برداشت نہیں کی جائے گی۔ حکومت پاکستان کی جانب سے جاری کردہ اعلامیے کے مطابق متعلقہ اداروں کو ہدایت کی گئی ہے کہ وہ فوری طور پر اقدامات کریں اور شہریوں کو درپیش مسائل کے حل کے لیے ضروری کارروائی عمل میں لائیں۔ ذرائع کے مطابق اجلاس میں مختلف امور پر تفصیلی غور کیا گیا اور فیصلہ کیا گیا کہ آئندہ ہفتے سے نئی پالیسی پر عملدرآمد شروع کر دیا جائے گا۔ وزیر اعظم نے کہا کہ عوام کی فلاح و بہبود حکومت کی اولین ترجیح ہے اور اس سلسلے میں کوئی کوتاہی برداشت نہیں کی جائے گی۔ حکومت پاکستان کی جانب سے جاری کردہ اعلامیے کے مطابق متعلقہ اداروں کو ہدایت کی گئی ہے کہ وہ فوری طور پر اقدامات کریں اور شہریوں کو درپیش مسائل کے حل کے لیے ضروری کارروائی عمل میں لائیں۔ ذرائع کے مطابق اجلاس میں مختلف امور پر تفصیلی غور کیا گیا اور فیصلہ کیا گیا کہ آئندہ ہفتے سے نئی پالیسی پر عملدرآمد شروع کر دیا جائے گا۔ وزیر اعظم نے کہا کہ عوام کی فلاح و بہبود حکومت کی اولین ترجیح ہے اور اس سلسلے میں کوئی کوتاہی برداشت نہیں کی جائے گی۔ حکومت پاکستان کی جانب سے جاری کردہ اعلامیے کے مطابق متعلقہ اداروں کو ہدایت کی گئی ہے کہ وہ فوری طور پر اقدامات کریں اور شہریوں کو درپیش مسائل کے حل کے لیے ضروری کارروائی عمل میں لائیں۔ ذرائع کے مطابق اجلاس میں مختلف امور پر تفصیلی غور کیا گیا اور فیصلہ کیا گیا کہ آئندہ ہفتے سے نئی پالیسی پر عملدرآمد شروع کر دیا جائے گا۔ وزیر اعظم نے کہا کہ عوام کی فلاح و بہبود حکومت کی اولین ترجیح ہے اور اس سلسلے میں کوئی کوتاہی برداشت نہیں کی جائے گی۔ حکومت پاکستان کی جانب سے جاری کردہ اعلامیے کے مطابق متعلقہ اداروں کو ہدایت کی گئی ہے کہ وہ فوری طور پر اقدامات کریں اور شہریوں کو درپیش مسائل کے حل کے لیے ضروری کارروائی عمل میں لائیں۔ ذرائع کے مطابق اجلاس میں مختلف امور پر تفصیلی غور کیا گیا اور فیصلہ کیا گیا کہ آئندہ ہفتے سے نئی پالیسی پر عملدرآمد شروع کر دیا جائے گا۔ وزیر اعظم نے کہا کہ عوام کی فلاح و بہبود حکومت کی اولین ترجیح ہے اور اس سلسلے میں کوئی کوتاہی برداشت نہیں کی جائے گی۔ حکومت پاکستان کی جانب سے جاری کردہ اعلامیے کے مطابق متعلقہ اداروں کو ہدایت کی گئی ہے کہ وہ فوری طور پر اقدامات کریں اور شہریوں کو درپیش مسائل کے حل کے لیے ضروری کارروائی عمل میں لائیں۔ ذرائع کے مطابق اجلاس میں مختلف امور پر تفصیلی غور کیا گیا اور فیصلہ کیا گیا کہ آئندہ ہفتے سے نئی پالیسی پر عملدرآمد شروع کر دیا جائے گا۔ وزیر اعظم نے کہا کہ عوام کی فلاح و بہبود حکومت کی اولین ترجیح ہے اور اس سلسلے میں کوئی کوتاہی برداشت نہیں کی جائے گی۔ حکومت پاکستان کی جانب سے جاری کردہ اعلامیے کے مطابق متعلقہ اداروں کو ہدایت کی گئی ہے کہ وہ فوری طور پر اقدامات کریں اور شہریوں کو درپیش مسائل کے حل کے لیے ضروری کارروائی عمل میں لائیں۔ ذرائع کے مطابق اجلاس میں مختلف امور پر تفصیلی غور کیا گیا اور فیصلہ کیا گیا کہ آئندہ ہفتے سے نئی پالیسی پر عملدرآمد شروع کر دیا جائے گا۔ وزیر اعظم نے کہا کہ عوام کی فلاح و بہبود حکومت کی اولین ترجیح ہے اور اس سلسلے میں کوئی کوتاہی برداشت نہیں کی جائے گی۔ حکومت پاکستان کی جانب سے جاری کردہ اعلامیے کے مطابق متعلقہ اداروں کو ہدایت کی گئی ہے کہ وہ فوری طور پر اقدامات کریں اور شہریوں کو درپیش مسائل کے حل کے لیے ضروری کارروائی عمل میں لائیں۔ ذرائع کے مطابق اجلاس میں مختلف امور پر تفصیلی غور کیا گیا اور فیصلہ کیا گیا کہ آئندہ ہفتے سے نئی پالیسی پر عملدرآمد شروع کر دیا جائے گا۔ وزیر اعظم نے کہا کہ عوام کی فلاح و بہبود حکومت کی اولین ترجیح ہے اور اس سلسلے میں کوئی کوتاہی برداشت نہیں کی جائے گی۔ حکومت پاکستان کی جانب سے جاری کردہ اعلامیے کے مطابق متعلقہ اداروں کو ہدایت کی گئی ہے کہ وہ فوری طور پر اقدامات کریں اور شہریوں کو درپیش مسائل کے حل کے لیے ضروری کارروائی عمل میں لائیں۔ ذرائع کے مطابق اجلاس میں مختلف امور پر تفصیلی غور کیا گیا اور فیصلہ کیا گیا کہ آئندہ ہفتے سے نئی پالیسی پر عملدرآمد شروع کر دیا جائے گا۔ وزیر اعظم نے کہا کہ عوام کی فلاح و بہبود حکومت کی اولین ترجیح ہے اور اس سلسلے میں کوئی کوتاہی برداشت نہیں کی جائے گی۔ حکومت پاکستان کی جانب سے جاری کردہ اعلامیے کے مطابق متعلقہ اداروں کو ہدایت کی گئی ہے کہ وہ فوری طور پر اقدامات کریں اور شہریوں کو درپیش مسائل کے حل کے لیے ضروری کارروائی عمل میں لائیں۔ ذرائع کے مطابق اجلاس میں مختلف امور پر تفصیلی غور کیا گیا اور فیصلہ کیا گیا کہ آئندہ ہفتے سے نئی پالیسی پر عملدرآمد شروع کر دیا جائے گا۔ وزیر اعظم نے کہا کہ عوام کی فلاح و بہبود حکومت کی اولین ترجیح ہے اور اس سلسلے میں کوئی کوتاہی برداشت نہیں کی جائے گی۔ حکومت پاکستان کی جانب سے جاری کردہ اعلامیے کے مطابق متعلقہ اداروں کو ہدایت کی گئی ہے کہ وہ فوری طور پر اقدامات کریں اور شہریوں کو درپیش مسائل کے حل کے لیے ضروری کارروائی عمل میں لائیں۔ ذرائع کے مطابق اجلاس میں مختلف امور پر تفصیلی غور کیا گیا اور فیصلہ کیا گیا کہ آئندہ ہفتے سے نئی پالیسی پر عملدرآمد شروع کر دیا جائے گا۔ وزیر اعظم نے کہا کہ عوام کی فلاح و بہبود حکومت کی اولین ترجیح ہے اور اس سلسلے میں کوئی کوتاہی برداشت نہیں کی جائے گی۔ حکومت پاکستان کی جانب سے جاری کردہ اعلامیے کے مطابق متعلقہ اداروں کو ہدایت کی گئی ہے کہ وہ فوری طور پر اقدامات کریں اور شہریوں کو درپیش مسائل کے حل کے لیے ضروری کارروائی عمل میں لائیں۔ ذرائع کے مطابق اجلاس میں مختلف امور پر تفصیلی غور کیا گیا اور فیصلہ کیا گیا کہ آئندہ ہفتے سے نئی پالیسی پر عملدرآمد شروع کر دیا جائے گا۔ وزیر اعظم نے کہا کہ عوام کی فلاح و بہبود حکومت کی اولین ترجیح ہے اور اس سلسلے میں کوئی کوتاہی برداشت نہیں کی جائے گی۔ — [336, 676, 390, 1318]
section-number: 30 — [209, 15, 219, 23]
section-header — [444, 753, 493, 761]
section-header — [166, 1972, 220, 1980]
section-title: خبر کا عنوان — [111, 16, 134, 22]
article-text: حکومت پاکستان کی جانب سے جاری کردہ اعلامیے کے مطابق متعلقہ اداروں کو ہدایت کی گئی ہے کہ وہ فوری طور پر اقدامات کریں اور شہریوں کو درپیش مسائل کے حل کے لیے ضروری کارروائی عمل میں لائیں۔ ذرائع کے مطابق اجلاس میں مختلف امور پر تفصیلی غور کیا گیا اور فیصلہ کیا گیا کہ آئندہ ہفتے سے نئی پالیسی پر عملدرآمد شروع کر دیا جائے گا۔ وزیر اعظم نے کہا کہ عوام کی فلاح و بہبود حکومت کی اولین ترجیح ہے اور اس سلسلے میں کوئی کوتاہی برداشت نہیں کی جائے گی۔ حکومت پاکستان کی جانب سے جاری کردہ اعلامیے کے مطابق متعلقہ اداروں کو ہدایت کی گئی ہے کہ وہ فوری طور پر اقدامات کریں اور شہریوں کو درپیش مسائل کے حل کے لیے ضروری کارروائی عمل میں لائیں۔ ذرائع کے مطابق اجلاس میں مختلف امور پر تفصیلی غور کیا گیا اور فیصلہ کیا گیا کہ آئندہ ہفتے سے نئی پالیسی پر عملدرآمد شروع کر دیا جائے گا۔ وزیر اعظم نے کہا کہ عوام کی فلاح و بہبود حکومت کی اولین ترجیح ہے اور اس سلسلے میں کوئی کوتاہی برداشت نہیں کی جائے گی۔ حکومت پاکستان کی جانب سے جاری کردہ اعلامیے کے مطابق متعلقہ اداروں کو ہدایت کی گئی ہے کہ وہ فوری طور پر اقدامات کریں اور شہریوں کو درپیش مسائل کے حل کے لیے ضروری کارروائی عمل میں لائیں۔ ذرائع کے مطابق اجلاس میں مختلف امور پر تفصیلی غور کیا گیا اور فیصلہ کیا گیا کہ آئندہ ہفتے سے نئی پالیسی پر عملدرآمد شروع کر دیا جائے گا۔ وزیر اعظم نے کہا کہ عوام کی فلاح و بہبود حکومت کی اولین ترجیح ہے اور اس سلسلے میں کوئی کوتاہی برداشت نہیں کی جائے گی۔ حکومت پاکستان کی جانب سے جاری کردہ اعلامیے کے مطابق متعلقہ اداروں کو ہدایت کی گئی ہے کہ وہ فوری طور پر اقدامات کریں اور شہریوں کو درپیش مسائل کے حل کے لیے ضروری کارروائی عمل میں لائیں۔ ذرائع کے مطابق اجلاس میں مختلف امور پر تفصیلی غور کیا گیا اور فیصلہ کیا گیا کہ آئندہ ہفتے سے نئی پالیسی پر عملدرآمد شروع کر دیا جائے گا۔ وزیر اعظم نے کہا کہ عوام کی فلاح و بہبود حکومت کی اولین ترجیح ہے اور اس سلسلے میں کوئی کوتاہی برداشت نہیں کی جائے گی۔ حکومت پاکستان کی جانب سے جاری کردہ اعلامیے کے مطابق متعلقہ اداروں کو ہدایت کی گئی ہے کہ وہ فوری طور پر اقدامات کریں اور شہریوں کو درپیش مسائل کے حل کے لیے ضروری کارروائی عمل میں لائیں۔ ذرائع کے مطابق اجلاس میں مختلف امور پر تفصیلی غور کیا گیا اور فیصلہ کیا گیا کہ آئندہ ہفتے سے نئی پالیسی پر عملدرآمد شروع کر دیا جائے گا۔ وزیر اعظم نے کہا کہ عوام کی فلاح و بہبود حکومت کی اولین ترجیح ہے اور اس سلسلے میں کوئی کوتاہی برداشت نہیں کی جائے گی۔ حکومت پاکستان کی جانب سے جاری کردہ اعلامیے کے مطابق متعلقہ اداروں کو ہدایت کی گئی ہے کہ وہ فوری طور پر اقدامات کریں اور شہریوں کو درپیش مسائل کے حل کے لیے ضروری کارروائی عمل میں لائیں۔ ذرائع کے مطابق اجلاس میں مختلف امور پر تفصیلی غور کیا گیا اور فیصلہ کیا گیا کہ آئندہ ہفتے سے نئی پالیسی پر عملدرآمد شروع کر دیا جائے گا۔ وزیر اعظم نے کہا کہ عوام کی فلاح و بہبود حکومت کی اولین ترجیح ہے اور اس سلسلے میں کوئی کوتاہی برداشت نہیں کی جائے گی۔ حکومت پاکستان کی جانب سے جاری کردہ اعلامیے کے مطابق متعلقہ اداروں کو ہدایت کی گئی ہے کہ وہ فوری طور پر اقدامات کریں اور شہریوں کو درپیش مسائل کے حل کے لیے ضروری کارروائی عمل میں لائیں۔ ذرائع کے مطابق اجلاس میں مختلف امور پر تفصیلی غور کیا گیا اور فیصلہ کیا گیا کہ آئندہ ہفتے سے نئی پالیسی پر عملدرآمد شروع کر دیا جائے گا۔ وزیر اعظم نے کہا کہ عوام کی فلاح و بہبود حکومت کی اولین ترجیح ہے اور اس سلسلے میں کوئی کوتاہی برداشت نہیں کی جائے گی۔ حکومت پاکستان کی جانب سے جاری کردہ اعلامیے کے مطابق متعلقہ اداروں کو ہدایت کی گئی ہے کہ وہ فوری طور پر اقدامات کریں اور شہریوں کو درپیش مسائل کے حل کے لیے ضروری کارروائی عمل میں لائیں۔ ذرائع کے مطابق اجلاس میں مختلف امور پر تفصیلی غور کیا گیا اور فیصلہ کیا گیا کہ آئندہ ہفتے سے نئی پالیسی پر عملدرآمد شروع کر دیا جائے گا۔ وزیر اعظم نے کہا کہ عوام کی فلاح و بہبود حکومت کی اولین ترجیح ہے اور اس سلسلے میں کوئی کوتاہی برداشت نہیں کی جائے گی۔ حکومت پاکستان کی جانب سے جاری کردہ اعلامیے کے مطابق متعلقہ اداروں کو ہدایت کی گئی ہے کہ وہ فوری طور پر اقدامات کریں اور شہریوں کو درپیش مسائل کے حل کے لیے ضروری کارروائی عمل میں لائیں۔ ذرائع کے مطابق اجلاس میں مختلف امور پر تفصیلی غور کیا گیا اور فیصلہ کیا گیا کہ آئندہ ہفتے سے نئی پالیسی پر عملدرآمد شروع کر دیا جائے گا۔ وزیر اعظم نے کہا کہ عوام کی فلاح و بہبود حکومت کی اولین ترجیح ہے اور اس سلسلے میں کوئی کوتاہی برداشت نہیں کی جائے گی۔ حکومت پاکستان کی جانب سے جاری کردہ اعلامیے کے مطابق متعلقہ اداروں کو ہدایت کی گئی ہے کہ وہ فوری طور پر اقدامات کریں اور شہریوں کو درپیش مسائل کے حل کے لیے ضروری کارروائی عمل میں لائیں۔ ذرائع کے مطابق اجلاس میں مختلف امور پر تفصیلی غور کیا گیا اور فیصلہ کیا گیا کہ آئندہ ہفتے سے نئی پالیسی پر عملدرآمد شروع کر دیا جائے گا۔ وزیر اعظم نے کہا کہ عوام کی فلاح و بہبود حکومت کی اولین ترجیح ہے اور اس سلسلے میں کوئی کوتاہی برداشت نہیں کی جائے گی۔ حکومت پاکستان کی جانب سے جاری کردہ اعلامیے کے مطابق متعلقہ اداروں کو ہدایت کی گئی ہے کہ وہ فوری طور پر اقدامات کریں اور شہریوں کو درپیش مسائل کے حل کے لیے ضروری کارروائی عمل میں لائیں۔ ذرائع کے مطابق اجلاس میں مختلف امور پر تفصیلی غور کیا گیا اور فیصلہ کیا گیا کہ آئندہ ہفتے سے نئی پالیسی پر عملدرآمد شروع کر دیا جائے گا۔ وزیر اعظم نے کہا کہ عوام کی فلاح و بہبود حکومت کی اولین ترجیح ہے اور اس سلسلے میں کوئی کوتاہی برداشت نہیں کی جائے گی۔ حکومت پاکستان کی جانب سے جاری کردہ اعلامیے کے مطابق متعلقہ — [336, 1981, 390, 2576]
article-text: حکومت پاکستان کی جانب سے جاری کردہ اعلامیے کے مطابق متعلقہ اداروں کو ہدایت کی گئی ہے کہ وہ فوری طور پر اقدامات کریں اور شہریوں کو درپیش مسائل کے حل کے لیے ضروری کارروائی عمل میں لائیں۔ ذرائع کے مطابق اجلاس میں مختلف امور پر تفصیلی غور کیا گیا اور فیصلہ کیا گیا کہ آئندہ ہفتے سے نئی پالیسی پر عملدرآمد شروع کر دیا جائے گا۔ وزیر اعظم نے کہا کہ عوام کی فلاح و بہبود حکومت کی اولین ترجیح ہے اور اس سلسلے میں کوئی کوتاہی برداشت نہیں کی جائے گی۔ حکومت پاکستان کی جانب سے جاری کردہ اعلامیے کے مطابق متعلقہ اداروں کو ہدایت کی گئی ہے کہ وہ فوری طور پر اقدامات کریں اور شہریوں کو درپیش مسائل کے حل کے لیے ضروری کارروائی عمل میں لائیں۔ ذرائع کے مطابق اجلاس میں مختلف امور پر تفصیلی غور کیا گیا اور فیصلہ کیا گیا کہ آئندہ ہفتے سے نئی پالیسی پر عملدرآمد شروع کر دیا جائے گا۔ وزیر اعظم نے کہا کہ عوام کی فلاح و بہبود حکومت کی اولین ترجیح ہے اور اس سلسلے میں کوئی کوتاہی برداشت نہیں کی جائے گی۔ حکومت پاکستان کی جانب سے جاری کردہ اعلامیے کے مطابق متعلقہ اداروں کو ہدایت کی گئی ہے کہ وہ فوری طور پر اقدامات کریں اور شہریوں کو درپیش مسائل کے حل کے لیے ضروری کارروائی عمل میں لائیں۔ ذرائع کے مطابق اجلاس میں مختلف امور پر تفصیلی غور کیا گیا اور فیصلہ کیا گیا کہ آئندہ ہفتے سے نئی پالیسی پر عملدرآمد شروع کر دیا جائے گا۔ وزیر اعظم نے کہا کہ عوام کی فلاح و بہبود حکومت کی اولین ترجیح ہے اور اس سلسلے میں کوئی کوتاہی برداشت نہیں کی جائے گی۔ حکومت پاکستان کی جانب سے جاری کردہ اعلامیے کے مطابق متعلقہ اداروں کو ہدایت کی گئی ہے کہ وہ فوری طور پر اقدامات کریں اور شہریوں کو درپیش مسائل کے حل کے لیے ضروری کارروائی عمل میں لائیں۔ ذرائع کے مطابق اجلاس میں مختلف امور پر تفصیلی غور کیا گیا اور فیصلہ کیا گیا کہ آئندہ ہفتے سے نئی پالیسی پر عملدرآمد شروع کر دیا جائے گا۔ وزیر اعظم نے کہا کہ عوام کی فلاح و بہبود حکومت کی اولین ترجیح ہے اور اس سلسلے میں کوئی کوتاہی برداشت نہیں کی جائے گی۔ حکومت پاکستان کی جانب سے جاری کردہ اعلامیے کے مطابق متعلقہ اداروں کو ہدایت کی گئی ہے کہ وہ فوری طور پر اقدامات کریں اور شہریوں کو درپیش مسائل کے حل کے لیے ضروری کارروائی عمل میں لائیں۔ ذرائع کے مطابق اجلاس میں مختلف امور پر تفصیلی غور کیا گیا اور فیصلہ کیا گیا کہ آئندہ ہفتے سے نئی پالیسی پر عملدرآمد شروع کر دیا جائے گا۔ وزیر اعظم نے کہا کہ عوام کی فلاح و بہبود حکومت کی اولین ترجیح ہے اور اس سلسلے میں کوئی کوتاہی برداشت نہیں کی جائے گی۔ حکومت پاکستان کی جانب سے جاری کردہ اعلامیے کے مطابق متعلقہ اداروں کو ہدایت کی گئی ہے کہ وہ فوری طور پر اقدامات کریں اور شہریوں کو درپیش مسائل کے حل کے لیے ضروری کارروائی عمل میں لائیں۔ ذرائع کے مطابق اجلاس میں مختلف امور پر تفصیلی غور کیا گیا — [392, 2239, 441, 2576]
section-title: خبر کا عنوان — [447, 16, 469, 22]
section-title: خبر کا عنوان — [447, 755, 469, 760]
masthead-bar — [0, 0, 495, 12]
section-header — [279, 1320, 333, 1328]
court-notice-label: کورٹ نوٹس — [54, 70, 106, 79]
section-number: 11 — [379, 15, 389, 23]
article-text: حکومت پاکستان کی جانب سے جاری کردہ اعلامیے کے مطابق متعلقہ اداروں کو ہدایت کی گئی ہے کہ وہ فوری طور پر اقدامات کریں اور شہریوں کو درپیش مسائل کے حل کے لیے ضروری کارروائی عمل میں لائیں۔ ذرائع کے مطابق اجلاس میں مختلف امور پر تفصیلی غور کیا گیا اور فیصلہ کیا گیا کہ آئندہ ہفتے سے نئی پالیسی پر عملدرآمد شروع کر دیا جائے گا۔ وزیر اعظم نے کہا کہ عوام کی فلاح و بہبود حکومت کی اولین ترجیح ہے اور اس سلسلے میں کوئی کوتاہی برداشت نہیں کی جائے گی۔ حکومت پاکستان کی جانب سے جاری کردہ اعلامیے کے مطابق متعلقہ اداروں کو ہدایت کی گئی ہے کہ وہ فوری طور پر اقدامات کریں اور شہریوں کو درپیش مسائل کے حل کے لیے ضروری کارروائی عمل میں لائیں۔ ذرائع کے مطابق اجلاس میں مختلف امور پر تفصیلی غور کیا گیا اور فیصلہ کیا گیا کہ آئندہ ہفتے سے نئی پالیسی پر عملدرآمد شروع کر دیا جائے گا۔ وزیر اعظم نے کہا کہ عوام کی فلاح و بہبود حکومت کی اولین ترجیح ہے اور اس سلسلے میں کوئی کوتاہی برداشت نہیں کی جائے گی۔ حکومت پاکستان کی جانب سے جاری کردہ اعلامیے کے مطابق متعلقہ اداروں کو ہدایت کی گئی ہے کہ وہ فوری طور پر اقدامات کریں اور شہریوں کو درپیش مسائل کے حل کے لیے ضروری کارروائی عمل میں لائیں۔ ذرائع کے مطابق اجلاس میں مختلف امور پر تفصیلی غور کیا گیا اور فیصلہ کیا گیا کہ آئندہ ہفتے سے نئی پالیسی پر عملدرآمد شروع کر دیا جائے گا۔ وزیر اعظم نے کہا کہ عوام کی فلاح و بہبود حکومت کی اولین ترجیح ہے اور اس سلسلے میں کوئی کوتاہی برداشت نہیں کی جائے گی۔ حکومت پاکستان کی جانب سے جاری کردہ اعلامیے کے مطابق متعلقہ اداروں کو ہدایت کی گئی ہے کہ وہ فوری طور پر اقدامات کریں اور شہریوں کو درپیش مسائل کے حل کے لیے ضروری کارروائی عمل میں لائیں۔ ذرائع کے مطابق اجلاس میں مختلف امور پر تفصیلی غور کیا گیا اور فیصلہ کیا گیا کہ آئندہ ہفتے سے نئی پالیسی پر عملدرآمد شروع کر دیا جائے گا۔ وزیر اعظم نے کہا کہ عوام کی فلاح و بہبود حکومت کی اولین ترجیح ہے اور اس سلسلے میں کوئی کوتاہی برداشت نہیں کی جائے گی۔ حکومت پاکستان کی جانب سے جاری کردہ اعلامیے کے مطابق متعلقہ اداروں کو ہدایت کی گئی ہے کہ وہ فوری طور پر اقدامات کریں اور شہریوں کو درپیش مسائل کے حل کے لیے ضروری کارروائی عمل میں لائیں۔ ذرائع کے مطابق اجلاس میں مختلف امور پر تفصیلی غور کیا گیا اور فیصلہ کیا گیا کہ آئندہ ہفتے سے نئی پالیسی پر عملدرآمد شروع کر دیا جائے گا۔ وزیر اعظم نے کہا کہ عوام کی فلاح و بہبود حکومت کی اولین ترجیح ہے اور اس سلسلے میں کوئی کوتاہی برداشت نہیں کی جائے گی۔ حکومت پاکستان کی جانب سے جاری کردہ اعلامیے کے مطابق متعلقہ اداروں کو ہدایت کی گئی ہے کہ وہ فوری طور پر اقدامات کریں اور شہریوں کو درپیش مسائل کے حل کے لیے ضروری کارروائی عمل میں لائیں۔ ذرائع کے مطابق اجلاس میں مختلف امور پر تفصیلی غور کیا گیا اور فیصلہ کیا گیا کہ آئندہ ہفتے سے نئی پالیسی پر عملدرآمد شروع کر دیا جائے گا۔ وزیر اعظم نے کہا کہ عوام کی فلاح و بہبود حکومت کی اولین ترجیح ہے اور اس سلسلے میں کوئی کوتاہی برداشت نہیں کی جائے گی۔ حکومت پاکستان کی جانب سے جاری کردہ اعلامیے کے مطابق متعلقہ اداروں کو ہدایت کی گئی ہے کہ وہ فوری طور پر اقدامات کریں اور شہریوں کو درپیش مسائل کے حل کے لیے ضروری کارروائی عمل میں لائیں۔ ذرائع کے مطابق اجلاس میں مختلف امور پر تفصیلی غور کیا گیا اور فیصلہ کیا گیا کہ آئندہ ہفتے سے نئی پالیسی پر عملدرآمد شروع کر دیا جائے گا۔ وزیر اعظم نے کہا کہ عوام کی فلاح و بہبود حکومت کی اولین ترجیح ہے اور اس سلسلے میں کوئی کوتاہی برداشت نہیں کی جائے گی۔ حکومت پاکستان کی جانب سے جاری کردہ اعلامیے کے مطابق متعلقہ اداروں کو ہدایت کی گئی ہے کہ وہ فوری طور پر اقدامات کریں اور شہریوں کو درپیش مسائل کے حل کے لیے ضروری کارروائی عمل میں لائیں۔ ذرائع کے مطابق اجلاس میں مختلف امور پر تفصیلی غور کیا گیا اور فیصلہ کیا گیا کہ آئندہ ہفتے سے نئی پالیسی پر عملدرآمد شروع کر دیا جائے گا۔ وزیر اعظم نے کہا کہ عوام کی فلاح و بہبود حکومت کی اولین ترجیح ہے اور اس سلسلے میں کوئی کوتاہی برداشت نہیں کی جائے گی۔ حکومت پاکستان کی جانب سے جاری کردہ اعلامیے کے مطابق متعلقہ اداروں کو ہدایت کی گئی ہے کہ وہ فوری طور پر اقدامات کریں اور شہریوں کو درپیش مسائل کے حل کے لیے ضروری کارروائی عمل میں لائیں۔ ذرائع کے مطابق اجلاس میں مختلف امور پر تفصیلی غور کیا گیا اور فیصلہ کیا گیا کہ آئندہ ہفتے سے نئی پالیسی پر عملدرآمد شروع کر دیا جائے گا۔ وزیر اعظم نے کہا کہ عوام کی فلاح و بہبود حکومت کی اولین ترجیح ہے اور اس سلسلے میں کوئی کوتاہی برداشت نہیں کی جائے گی۔ حکومت پاکستان کی جانب سے جاری کردہ اعلامیے کے مطابق متعلقہ اداروں کو ہدایت کی گئی ہے کہ وہ فوری طور پر اقدامات کریں اور شہریوں کو درپیش مسائل کے حل کے لیے ضروری کارروائی عمل میں لائیں۔ ذرائع کے مطابق اجلاس میں مختلف امور پر تفصیلی غور کیا گیا اور فیصلہ کیا گیا کہ آئندہ ہفتے سے نئی پالیسی پر عملدرآمد شروع کر دیا جائے گا۔ وزیر اعظم نے کہا کہ عوام کی فلاح و بہبود حکومت کی اولین ترجیح ہے اور اس سلسلے میں کوئی کوتاہی برداشت نہیں کی جائے گی۔ حکومت پاکستان کی جانب سے جاری کردہ اعلامیے کے مطابق متعلقہ اداروں کو ہدایت کی گئی ہے کہ وہ فوری طور پر اقدامات کریں اور شہریوں کو درپیش مسائل کے حل کے لیے ضروری کارروائی عمل میں لائیں۔ ذرائع کے مطابق اجلاس میں مختلف امور پر تفصیلی غور کیا گیا اور فیصلہ کیا گیا کہ آئندہ ہفتے سے نئی پالیسی پر عملدرآمد شروع کر دیا جائے گا۔ وزیر اعظم نے کہا کہ عوام کی فلاح و بہبود حکومت کی اولین ترجیح ہے اور اس سلسلے میں کوئی کوتاہی برداشت نہیں کی جائے گی۔ حکومت پاکستان کی جانب سے جاری کردہ اعلامیے کے مطابق متعلقہ اداروں کو ہدایت کی گئی ہے کہ وہ فوری طور پر اقدامات کریں اور شہریوں کو درپیش مسائل کے حل کے لیے ضروری کارروائی عمل میں لائیں۔ ذرائع کے مطابق اجلاس میں مختلف امور پر تفصیلی غور کیا گیا اور فیصلہ کیا گیا کہ آئندہ ہفتے سے نئی پالیسی پر عملدرآمد شروع کر دیا جائے گا۔ وزیر اعظم نے کہا کہ عوام کی فلاح و بہبود حکومت کی اولین ترجیح ہے اور اس سلسلے میں کوئی کوتاہی برداشت نہیں کی جائے گی۔ — [392, 1500, 441, 2229]
section-number: 26 — [266, 1320, 276, 1328]
article-text: حکومت پاکستان کی جانب سے جاری کردہ اعلامیے کے مطابق متعلقہ اداروں کو ہدایت کی گئی ہے کہ وہ فوری طور پر اقدامات کریں اور شہریوں کو درپیش مسائل کے حل کے لیے ضروری کارروائی عمل میں لائیں۔ ذرائع کے مطابق اجلاس میں مختلف امور پر تفصیلی غور کیا گیا اور فیصلہ کیا گیا کہ آئندہ ہفتے سے نئی پالیسی پر عملدرآمد شروع کر دیا جائے گا۔ وزیر اعظم نے کہا کہ عوام کی فلاح و بہبود حکومت کی اولین ترجیح ہے اور اس سلسلے میں کوئی کوتاہی برداشت نہیں کی جائے گی۔ حکومت پاکستان کی جانب سے جاری کردہ اعلامیے کے مطابق متعلقہ اداروں کو ہدایت کی گئی ہے کہ وہ فوری طور پر اقدامات کریں اور شہریوں کو درپیش مسائل کے حل کے لیے ضروری کارروائی عمل میں لائیں۔ ذرائع کے مطابق اجلاس میں مختلف امور پر تفصیلی غور کیا گیا اور فیصلہ کیا گیا کہ آئندہ ہفتے سے نئی پالیسی پر عملدرآمد شروع کر دیا جائے گا۔ وزیر اعظم نے کہا کہ عوام کی فلاح و بہبود حکومت کی اولین ترجیح ہے اور اس سلسلے میں کوئی کوتاہی برداشت نہیں کی جائے گی۔ حکومت پاکستان کی جانب سے جاری کردہ اعلامیے کے مطابق متعلقہ اداروں کو ہدایت کی گئی ہے کہ وہ فوری طور پر اقدامات کریں اور شہریوں کو درپیش مسائل کے حل کے لیے ضروری کارروائی عمل میں لائیں۔ ذرائع کے مطابق اجلاس میں مختلف امور پر تفصیلی غور کیا گیا اور فیصلہ کیا گیا کہ آئندہ ہفتے سے نئی پالیسی پر عملدرآمد شروع کر دیا جائے گا۔ وزیر اعظم نے کہا کہ عوام کی فلاح و بہبود حکومت کی اولین ترجیح ہے اور اس سلسلے میں کوئی کوتاہی برداشت نہیں کی جائے گی۔ حکومت پاکستان کی جانب سے جاری کردہ اعلامیے کے مطابق متعلقہ اداروں کو ہدایت کی گئی ہے کہ وہ فوری طور پر اقدامات کریں اور شہریوں کو درپیش مسائل کے حل کے لیے ضروری کارروائی عمل میں لائیں۔ ذرائع کے مطابق اجلاس میں مختلف امور پر تفصیلی غور کیا گیا اور فیصلہ کیا گیا کہ آئندہ ہفتے سے نئی پالیسی پر عملدرآمد شروع کر دیا جائے گا۔ وزیر اعظم نے کہا کہ عوام کی فلاح و بہبود حکومت کی اولین ترجیح ہے اور اس سلسلے میں کوئی کوتاہی برداشت نہیں کی جائے گی۔ حکومت پاکستان کی جانب سے جاری کردہ اعلامیے کے مطابق متعلقہ اداروں کو ہدایت کی گئی ہے کہ وہ فوری طور پر اقدامات کریں اور شہریوں کو درپیش مسائل کے حل کے لیے ضروری کارروائی عمل میں لائیں۔ ذرائع کے مطابق اجلاس میں مختلف امور پر تفصیلی غور کیا گیا اور فیصلہ کیا گیا کہ آئندہ ہفتے سے نئی پالیسی پر عملدرآمد شروع کر دیا جائے گا۔ وزیر اعظم نے کہا کہ عوام کی فلاح و بہبود حکومت کی اولین ترجیح ہے اور اس سلسلے میں کوئی کوتاہی برداشت نہیں کی جائے گی۔ حکومت پاکستان کی جانب سے جاری کردہ اعلامیے کے مطابق متعلقہ اداروں کو ہدایت کی گئی ہے کہ وہ فوری طور پر اقدامات کریں اور شہریوں کو درپیش مسائل کے حل کے لیے ضروری کارروائی عمل میں لائیں۔ ذرائع کے مطابق اجلاس میں مختلف امور پر تفصیلی غور کیا گیا اور فیصلہ کیا گیا کہ آئندہ ہفتے سے نئی پالیسی پر عملدرآمد شروع کر دیا جائے گا۔ وزیر اعظم نے کہا کہ عوام کی فلاح و بہبود حکومت کی اولین ترجیح ہے اور اس سلسلے میں کوئی کوتاہی برداشت نہیں کی جائے گی۔ حکومت پاکستان کی جانب سے جاری کردہ اعلامیے کے مطابق متعلقہ اداروں کو ہدایت کی گئی ہے کہ وہ فوری طور پر اقدامات کریں اور شہریوں کو درپیش مسائل کے حل کے لیے ضروری کارروائی عمل میں لائیں۔ ذرائع کے مطابق اجلاس میں مختلف امور پر تفصیلی غور کیا گیا اور فیصلہ کیا گیا کہ آئندہ ہفتے سے نئی پالیسی پر عملدرآمد شروع کر دیا جائے گا۔ وزیر اعظم نے کہا کہ عوام کی فلاح و بہبود حکومت کی اولین ترجیح ہے اور اس سلسلے میں کوئی کوتاہی برداشت نہیں کی جائے گی۔ حکومت پاکستان کی جانب سے جاری کردہ اعلامیے کے مطابق متعلقہ اداروں کو ہدایت کی گئی ہے کہ وہ فوری طور پر اقدامات کریں اور شہریوں کو درپیش مسائل کے حل کے لیے ضروری کارروائی عمل میں لائیں۔ ذرائع کے مطابق اجلاس میں مختلف امور پر تفصیلی غور کیا گیا اور فیصلہ کیا گیا کہ آئندہ ہفتے سے نئی پالیسی پر عملدرآمد شروع کر دیا جائے گا۔ وزیر اعظم نے کہا کہ عوام کی فلاح و بہبود حکومت کی اولین ترجیح ہے اور اس سلسلے میں کوئی کوتاہی برداشت نہیں کی جائے گی۔ حکومت پاکستان کی جانب سے جاری کردہ اعلامیے کے مطابق متعلقہ اداروں کو ہدایت کی گئی ہے کہ وہ فوری طور پر اقدامات کریں اور شہریوں کو درپیش مسائل کے حل کے لیے ضروری کارروائی عمل میں لائیں۔ ذرائع کے مطابق اجلاس میں مختلف امور پر تفصیلی غور کیا گیا اور فیصلہ کیا گیا کہ آئندہ ہفتے سے نئی پالیسی پر عملدرآمد شروع کر دیا جائے گا۔ وزیر اعظم نے کہا کہ عوام کی فلاح و بہبود حکومت کی اولین ترجیح ہے اور اس سلسلے میں کوئی کوتاہی برداشت نہیں کی جائے گی۔ حکومت پاکستان کی جانب سے جاری کردہ اعلامیے کے مطابق متعلقہ اداروں کو ہدایت کی گئی ہے کہ وہ فوری طور پر اقدامات کریں اور شہریوں کو درپیش مسائل کے حل کے لیے ضروری کارروائی عمل میں لائیں۔ ذرائع کے مطابق اجلاس میں مختلف امور پر تفصیلی غور کیا گیا اور فیصلہ کیا گیا کہ آئندہ ہفتے سے نئی پالیسی پر عملدرآمد شروع کر دیا جائے گا۔ وزیر اعظم نے کہا کہ عوام کی فلاح و بہبود حکومت کی اولین ترجیح ہے اور اس سلسلے میں کوئی کوتاہی برداشت نہیں کی جائے گی۔ حکومت پاکستان کی جانب سے جاری کردہ اعلامیے کے مطابق متعلقہ اداروں کو ہدایت کی گئی ہے کہ وہ فوری طور پر اقدامات کریں اور شہریوں کو درپیش مسائل کے حل کے لیے ضروری کارروائی عمل میں لائیں۔ ذرائع کے مطابق اجلاس میں مختلف امور پر تفصیلی غور کیا گیا اور فیصلہ کیا گیا کہ آئندہ ہفتے سے نئی پالیسی پر عملدرآمد شروع کر دیا جائے گا۔ وزیر اعظم نے کہا کہ عوام کی فلاح و بہبود حکومت کی اولین ترجیح ہے اور اس سلسلے میں کوئی کوتاہی برداشت نہیں کی جائے گی۔ حکومت پاکستان کی جانب سے جاری کردہ اعلامیے کے مطابق متعلقہ اداروں کو ہدایت کی گئی ہے کہ وہ فوری طور پر اقدامات کریں اور شہریوں کو درپیش مسائل کے حل کے لیے ضروری کارروائی عمل میں لائیں۔ ذرائع کے مطابق اجلاس میں مختلف امور پر تفصیلی غور کیا گیا اور فیصلہ کیا گیا کہ آئندہ ہفتے سے نئی پالیسی پر عملدرآمد شروع کر دیا جائے گا۔ وزیر اعظم نے کہا کہ عوام کی فلاح و بہبود حکومت کی اولین ترجیح ہے اور اس سلسلے میں کوئی کوتاہی برداشت نہیں کی جائے گی۔ — [336, 1328, 390, 1971]
article-text: حکومت پاکستان کی جانب سے جاری کردہ اعلامیے کے مطابق متعلقہ اداروں کو ہدایت کی گئی ہے کہ وہ فوری طور پر اقدامات کریں اور شہریوں کو درپیش مسائل کے حل کے لیے ضروری کارروائی عمل میں لائیں۔ ذرائع کے مطابق اجلاس میں مختلف امور پر تفصیلی غور کیا گیا اور فیصلہ کیا گیا کہ آئندہ ہفتے سے نئی پالیسی پر عملدرآمد شروع کر دیا جائے گا۔ وزیر اعظم نے کہا کہ عوام کی فلاح و بہبود حکومت کی اولین ترجیح ہے اور اس سلسلے میں کوئی کوتاہی برداشت نہیں کی جائے گی۔ حکومت پاکستان کی جانب سے جاری کردہ اعلامیے کے مطابق متعلقہ اداروں کو ہدایت کی گئی ہے کہ وہ فوری طور پر اقدامات کریں اور شہریوں کو درپیش مسائل کے حل کے لیے ضروری کارروائی عمل میں لائیں۔ ذرائع کے مطابق اجلاس میں مختلف امور پر تفصیلی غور کیا گیا اور فیصلہ کیا گیا کہ آئندہ ہفتے سے نئی پالیسی پر عملدرآمد شروع کر دیا جائے گا۔ وزیر اعظم نے کہا کہ عوام کی فلاح و بہبود حکومت کی اولین ترجیح ہے اور اس سلسلے میں کوئی کوتاہی برداشت نہیں کی جائے گی۔ حکومت پاکستان کی جانب سے جاری کردہ اعلامیے کے مطابق متعلقہ اداروں کو ہدایت کی گئی ہے کہ وہ فوری طور پر اقدامات کریں اور شہریوں کو درپیش مسائل کے حل کے لیے ضروری کارروائی عمل میں لائیں۔ ذرائع کے مطابق اجلاس میں مختلف امور پر تفصیلی غور کیا گیا اور فیصلہ کیا گیا کہ آئندہ ہفتے سے نئی پالیسی پر عملدرآمد شروع کر دیا جائے گا۔ وزیر اعظم نے کہا کہ عوام کی فلاح و بہبود حکومت کی اولین ترجیح ہے اور اس سلسلے میں کوئی کوتاہی برداشت نہیں کی جائے گی۔ حکومت پاکستان کی جانب سے جاری کردہ اعلامیے کے مطابق متعلقہ اداروں کو ہدایت کی گئی ہے کہ وہ فوری طور پر اقدامات کریں اور شہریوں کو درپیش مسائل کے حل کے لیے ضروری کارروائی عمل میں لائیں۔ ذرائع کے مطابق اجلاس میں مختلف امور پر تفصیلی غور کیا گیا اور فیصلہ کیا گیا کہ آئندہ ہفتے سے نئی پالیسی پر عملدرآمد شروع کر دیا جائے گا۔ وزیر اعظم نے کہا کہ عوام کی فلاح و بہبود حکومت کی اولین ترجیح ہے اور اس سلسلے میں کوئی کوتاہی برداشت نہیں کی جائے گی۔ حکومت پاکستان کی جانب سے جاری کردہ اعلامیے کے مطابق متعلقہ اداروں کو ہدایت کی گئی ہے کہ وہ فوری طور پر اقدامات کریں اور شہریوں کو درپیش مسائل کے حل کے لیے ضروری کارروائی عمل میں لائیں۔ ذرائع کے مطابق اجلاس میں مختلف امور پر تفصیلی غور کیا گیا اور فیصلہ کیا گیا کہ آئندہ ہفتے سے نئی پالیسی پر عملدرآمد شروع کر دیا جائے گا۔ وزیر اعظم نے کہا کہ عوام کی فلاح و بہبود حکومت کی اولین ترجیح ہے اور اس سلسلے میں کوئی کوتاہی برداشت نہیں کی جائے گی۔ حکومت پاکستان کی جانب سے جاری کردہ اعلامیے کے مطابق متعلقہ اداروں کو ہدایت کی گئی ہے کہ وہ فوری طور پر اقدامات کریں اور شہریوں کو درپیش مسائل کے حل کے لیے ضروری کارروائی عمل میں لائیں۔ ذرائع کے مطابق اجلاس میں مختلف امور پر تفصیلی غور کیا گیا اور فیصلہ کیا گیا کہ آئندہ ہفتے سے نئی پالیسی پر عملدرآمد شروع کر دیا جائے گا۔ وزیر اعظم نے کہا کہ عوام کی فلاح و بہبود حکومت کی اولین ترجیح ہے اور اس سلسلے میں کوئی کوتاہی برداشت نہیں کی جائے گی۔ حکومت پاکستان کی جانب سے جاری کردہ اعلامیے کے مطابق متعلقہ اداروں کو ہدایت کی گئی ہے کہ وہ فوری طور پر اقدامات کریں اور شہریوں کو درپیش مسائل کے حل کے لیے ضروری کارروائی عمل میں لائیں۔ ذرائع کے مطابق اجلاس میں مختلف امور پر تفصیلی غور کیا گیا اور فیصلہ کیا گیا کہ آئندہ ہفتے سے نئی پالیسی پر عملدرآمد شروع کر دیا جائے گا۔ وزیر اعظم نے کہا کہ عوام کی فلاح و بہبود حکومت کی اولین ترجیح ہے اور اس سلسلے میں کوئی کوتاہی برداشت نہیں کی جائے گی۔ حکومت پاکستان کی جانب سے جاری کردہ اعلامیے کے مطابق متعلقہ اداروں کو ہدایت کی گئی ہے کہ وہ فوری طور پر اقدامات کریں اور شہریوں کو درپیش مسائل کے حل کے لیے ضروری کارروائی عمل میں لائیں۔ ذرائع کے مطابق اجلاس میں مختلف امور پر تفصیلی غور کیا گیا اور فیصلہ کیا گیا کہ آئندہ ہفتے سے نئی پالیسی پر عملدرآمد شروع کر دیا جائے گا۔ وزیر اعظم نے کہا کہ عوام کی فلاح و بہبود حکومت کی اولین ترجیح ہے اور اس سلسلے میں کوئی کوتاہی برداشت نہیں کی جائے گی۔ حکومت پاکستان کی جانب سے جاری کردہ اعلامیے کے مطابق متعلقہ اداروں کو ہدایت کی گئی ہے کہ وہ فوری طور پر اقدامات کریں اور شہریوں کو درپیش مسائل کے حل کے لیے ضروری کارروائی عمل میں لائیں۔ ذرائع کے مطابق اجلاس میں مختلف امور پر تفصیلی غور کیا گیا اور فیصلہ کیا گیا کہ آئندہ ہفتے سے نئی پالیسی پر عملدرآمد شروع کر دیا جائے گا۔ وزیر اعظم نے کہا کہ عوام کی فلاح و بہبود حکومت کی اولین ترجیح ہے اور اس سلسلے میں کوئی کوتاہی برداشت نہیں کی جائے گی۔ حکومت پاکستان کی جانب سے جاری کردہ اعلامیے کے مطابق متعلقہ اداروں کو ہدایت کی گئی ہے کہ وہ فوری طور پر اقدامات کریں اور شہریوں کو درپیش مسائل کے حل کے لیے ضروری کارروائی عمل میں لائیں۔ ذرائع کے مطابق اجلاس میں مختلف امور پر تفصیلی غور کیا گیا اور فیصلہ کیا گیا کہ آئندہ ہفتے سے نئی پالیسی پر عملدرآمد شروع کر دیا جائے گا۔ وزیر اعظم نے کہا کہ عوام کی فلاح و بہبود حکومت کی اولین ترجیح ہے اور اس سلسلے میں کوئی کوتاہی برداشت نہیں کی جائے گی۔ حکومت پاکستان کی جانب سے جاری کردہ اعلامیے کے مطابق متعلقہ اداروں کو ہدایت کی گئی ہے کہ وہ فوری طور پر اقدامات کریں اور شہریوں کو درپیش مسائل کے حل کے لیے ضروری کارروائی عمل میں لائیں۔ ذرائع کے مطابق اجلاس میں مختلف امور پر تفصیلی غور کیا گیا اور فیصلہ کیا گیا کہ آئندہ ہفتے سے نئی پالیسی پر عملدرآمد شروع کر دیا جائے گا۔ وزیر اعظم نے کہا کہ عوام کی فلاح و بہبود حکومت کی اولین ترجیح ہے اور اس سلسلے میں کوئی کوتاہی برداشت نہیں کی جائے گی۔ حکومت پاکستان کی جانب سے جاری کردہ اعلامیے کے مطابق متعلقہ اداروں کو ہدایت کی گئی ہے کہ وہ فوری طور پر اقدامات کریں اور شہریوں کو درپیش مسائل کے حل کے لیے ضروری کارروائی عمل میں لائیں۔ ذرائع کے مطابق اجلاس میں مختلف امور پر تفصیلی غور کیا گیا اور فیصلہ کیا گیا کہ آئندہ ہفتے سے نئی پالیسی پر عملدرآمد شروع کر دیا جائے گا۔ وزیر اعظم نے کہا کہ عوام کی فلاح و بہبود حکومت کی اولین ترجیح ہے اور اس سلسلے میں کوئی کوتاہی برداشت نہیں کی جائے گی۔ — [279, 676, 333, 1318]
section-number: 31 — [209, 668, 219, 675]
section-number: 4 — [434, 754, 441, 761]
section-number: 24 — [266, 15, 276, 23]
section-number: 27 — [266, 1973, 276, 1980]
section-header — [54, 750, 106, 758]
section-title: خبر کا عنوان — [338, 16, 360, 22]
stf-mark: STF — [54, 737, 61, 741]
section-title: خبر کا عنوان — [168, 1974, 190, 1979]
section-header — [336, 1972, 390, 1980]
conjugal-notice: Suit for restitution of conjugal rights — [54, 741, 101, 749]
article-text: حکومت پاکستان کی جانب سے جاری کردہ اعلامیے کے مطابق متعلقہ اداروں کو ہدایت کی گئی ہے کہ وہ فوری طور پر اقدامات کریں اور شہریوں کو درپیش مسائل کے حل کے لیے ضروری کارروائی عمل میں لائیں۔ ذرائع کے مطابق اجلاس میں مختلف امور پر تفصیلی غور کیا گیا اور فیصلہ کیا گیا کہ آئندہ ہفتے سے نئی پالیسی پر عملدرآمد شروع کر دیا جائے گا۔ وزیر اعظم نے کہا کہ عوام کی فلاح و بہبود حکومت کی اولین ترجیح ہے اور اس سلسلے میں کوئی کوتاہی برداشت نہیں کی جائے گی۔ حکومت پاکستان کی جانب سے جاری کردہ اعلامیے کے مطابق متعلقہ اداروں کو ہدایت کی گئی ہے کہ وہ فوری طور پر اقدامات کریں اور شہریوں کو درپیش مسائل کے حل کے لیے ضروری کارروائی عمل میں لائیں۔ ذرائع کے مطابق اجلاس میں مختلف امور پر تفصیلی غور کیا گیا اور فیصلہ کیا گیا کہ آئندہ ہفتے سے نئی پالیسی پر عملدرآمد شروع کر دیا جائے گا۔ وزیر اعظم نے کہا کہ عوام کی فلاح و بہبود حکومت کی اولین ترجیح ہے اور اس سلسلے میں کوئی کوتاہی برداشت نہیں کی جائے گی۔ حکومت پاکستان کی جانب سے جاری کردہ اعلامیے کے مطابق متعلقہ اداروں کو ہدایت کی گئی ہے کہ وہ فوری طور پر اقدامات کریں اور شہریوں کو درپیش مسائل کے حل کے لیے ضروری کارروائی عمل میں لائیں۔ ذرائع کے مطابق اجلاس میں مختلف امور پر تفصیلی غور کیا گیا اور فیصلہ کیا گیا کہ آئندہ ہفتے سے نئی پالیسی پر عملدرآمد شروع کر دیا جائے گا۔ وزیر اعظم نے کہا کہ عوام کی فلاح و بہبود حکومت کی اولین ترجیح ہے اور اس سلسلے میں کوئی کوتاہی برداشت نہیں کی جائے گی۔ حکومت پاکستان کی جانب سے جاری کردہ اعلامیے کے مطابق متعلقہ اداروں کو ہدایت کی گئی ہے کہ وہ فوری طور پر اقدامات کریں اور شہریوں کو درپیش مسائل کے حل کے لیے ضروری کارروائی عمل میں لائیں۔ ذرائع کے مطابق اجلاس میں مختلف امور پر تفصیلی غور کیا گیا اور فیصلہ کیا گیا کہ آئندہ ہفتے سے نئی پالیسی پر عملدرآمد شروع کر دیا جائے گا۔ وزیر اعظم نے کہا کہ عوام کی فلاح و بہبود حکومت کی اولین ترجیح ہے اور اس سلسلے میں کوئی کوتاہی برداشت نہیں کی جائے گی۔ حکومت پاکستان کی جانب سے جاری کردہ اعلامیے کے مطابق متعلقہ اداروں کو ہدایت کی گئی ہے کہ وہ فوری طور پر اقدامات کریں اور شہریوں کو درپیش مسائل کے حل کے لیے ضروری کارروائی عمل میں لائیں۔ ذرائع کے مطابق اجلاس میں مختلف امور پر تفصیلی غور کیا گیا اور فیصلہ کیا گیا کہ آئندہ ہفتے سے نئی پالیسی پر عملدرآمد شروع کر دیا جائے گا۔ وزیر اعظم نے کہا کہ عوام کی فلاح و بہبود حکومت کی اولین ترجیح ہے اور اس سلسلے میں کوئی کوتاہی برداشت نہیں کی جائے گی۔ حکومت پاکستان کی جانب سے جاری کردہ اعلامیے کے مطابق متعلقہ اداروں کو ہدایت کی گئی ہے کہ وہ فوری طور پر اقدامات کریں اور شہریوں کو درپیش مسائل کے حل کے لیے ضروری کارروائی عمل میں لائیں۔ ذرائع کے مطابق اجلاس میں مختلف امور پر تفصیلی غور کیا گیا اور فیصلہ کیا گیا کہ آئندہ ہفتے سے نئی پالیسی پر عملدرآمد شروع کر دیا جائے گا۔ وزیر اعظم نے کہا کہ عوام کی فلاح و بہبود حکومت کی اولین ترجیح ہے اور اس سلسلے میں کوئی کوتاہی برداشت نہیں کی جائے گی۔ حکومت پاکستان کی جانب سے جاری کردہ اعلامیے کے مطابق متعلقہ اداروں کو ہدایت کی گئی ہے کہ وہ فوری طور پر اقدامات کریں اور شہریوں کو درپیش مسائل کے حل کے لیے ضروری کارروائی عمل میں لائیں۔ ذرائع کے مطابق اجلاس میں مختلف امور پر تفصیلی غور کیا گیا اور فیصلہ کیا گیا کہ آئندہ ہفتے سے نئی پالیسی پر عملدرآمد شروع کر دیا جائے گا۔ وزیر اعظم نے کہا کہ عوام کی فلاح و بہبود حکومت کی اولین ترجیح ہے اور اس سلسلے میں کوئی کوتاہی برداشت نہیں کی جائے گی۔ حکومت پاکستان کی جانب سے جاری کردہ اعلامیے کے مطابق متعلقہ اداروں کو ہدایت کی گئی ہے کہ وہ فوری طور پر اقدامات کریں اور شہریوں کو درپیش مسائل کے حل کے لیے ضروری کارروائی عمل میں لائیں۔ ذرائع کے مطابق اجلاس میں مختلف امور پر تفصیلی غور کیا گیا اور فیصلہ کیا گیا کہ آئندہ ہفتے سے نئی پالیسی پر عملدرآمد شروع کر دیا جائے گا۔ وزیر اعظم نے کہا کہ عوام کی فلاح و بہبود حکومت کی اولین ترجیح ہے اور اس سلسلے میں کوئی کوتاہی برداشت نہیں کی جائے گی۔ حکومت پاکستان کی جانب سے جاری کردہ اعلامیے کے مطابق متعلقہ اداروں کو ہدایت کی گئی ہے کہ وہ فوری طور پر اقدامات کریں اور شہریوں کو درپیش مسائل کے حل کے لیے ضروری کارروائی عمل میں لائیں۔ ذرائع کے مطابق اجلاس میں مختلف امور پر تفصیلی غور کیا گیا اور فیصلہ کیا گیا کہ آئندہ ہفتے سے نئی پالیسی پر عملدرآمد شروع کر دیا جائے گا۔ وزیر اعظم نے کہا کہ عوام کی فلاح و بہبود حکومت کی اولین ترجیح ہے اور اس سلسلے میں کوئی کوتاہی برداشت نہیں کی جائے گی۔ حکومت پاکستان کی جانب سے جاری کردہ اعلامیے کے مطابق متعلقہ اداروں کو ہدایت کی گئی ہے کہ وہ فوری طور پر اقدامات کریں اور شہریوں کو درپیش مسائل کے حل کے لیے ضروری کارروائی عمل میں لائیں۔ ذرائع کے مطابق اجلاس میں مختلف امور پر تفصیلی غور کیا گیا اور فیصلہ کیا گیا کہ آئندہ ہفتے سے نئی پالیسی پر عملدرآمد شروع کر دیا جائے گا۔ وزیر اعظم نے کہا کہ عوام کی فلاح و بہبود حکومت کی اولین ترجیح ہے اور اس سلسلے میں کوئی کوتاہی برداشت نہیں کی جائے گی۔ حکومت پاکستان کی جانب سے جاری کردہ اعلامیے کے مطابق متعلقہ اداروں کو ہدایت کی گئی ہے کہ وہ فوری طور پر اقدامات کریں اور شہریوں کو درپیش مسائل کے حل کے لیے ضروری کارروائی عمل میں لائیں۔ ذرائع کے مطابق اجلاس میں مختلف امور پر تفصیلی غور کیا گیا اور فیصلہ کیا گیا کہ آئندہ ہفتے سے نئی پالیسی پر عملدرآمد شروع کر دیا جائے گا۔ وزیر اعظم نے کہا کہ عوام کی فلاح و بہبود حکومت کی اولین ترجیح ہے اور اس سلسلے میں کوئی کوتاہی برداشت نہیں کی جائے گی۔ حکومت پاکستان کی جانب سے جاری کردہ اعلامیے کے مطابق متعلقہ اداروں کو ہدایت کی گئی ہے کہ وہ فوری طور پر اقدامات کریں اور شہریوں کو درپیش مسائل کے حل کے لیے ضروری کارروائی عمل میں لائیں۔ ذرائع کے مطابق اجلاس میں مختلف امور پر تفصیلی غور کیا گیا اور فیصلہ کیا گیا کہ آئندہ ہفتے سے نئی پالیسی پر عملدرآمد شروع کر دیا جائے گا۔ وزیر اعظم نے کہا کہ عوام کی فلاح و بہبود حکومت کی اولین ترجیح ہے اور اس سلسلے میں کوئی کوتاہی برداشت نہیں کی جائے گی۔ — [336, 24, 390, 666]
section-number: 39 — [152, 1320, 162, 1328]
section-number: 38 — [152, 668, 162, 675]
section-title: خبر کا عنوان — [395, 755, 417, 760]
section-number: 32 — [209, 1320, 219, 1328]
section-title: خبر کا عنوان — [395, 1494, 417, 1499]
news-column-2 — [391, 13, 442, 2576]
section-number: 19 — [322, 1320, 333, 1328]
article-text: حکومت پاکستان کی جانب سے جاری کردہ اعلامیے کے مطابق متعلقہ اداروں کو ہدایت کی گئی ہے کہ وہ فوری طور پر اقدامات کریں اور شہریوں کو درپیش مسائل کے حل کے لیے ضروری کارروائی عمل میں لائیں۔ ذرائع کے مطابق اجلاس میں مختلف امور پر تفصیلی غور کیا گیا اور فیصلہ کیا گیا کہ آئندہ ہفتے سے نئی پالیسی پر عملدرآمد شروع کر دیا جائے گا۔ وزیر اعظم نے کہا کہ عوام کی فلاح و بہبود حکومت کی اولین ترجیح ہے اور اس سلسلے میں کوئی کوتاہی برداشت نہیں کی جائے گی۔ حکومت پاکستان کی جانب سے جاری کردہ اعلامیے کے مطابق متعلقہ اداروں کو ہدایت کی گئی ہے کہ وہ فوری طور پر اقدامات کریں اور شہریوں کو درپیش مسائل کے حل کے لیے ضروری کارروائی عمل میں لائیں۔ ذرائع کے مطابق اجلاس میں مختلف امور پر تفصیلی غور کیا گیا اور فیصلہ کیا گیا کہ آئندہ ہفتے سے نئی پالیسی پر عملدرآمد شروع کر دیا جائے گا۔ وزیر اعظم نے کہا کہ عوام کی فلاح و بہبود حکومت کی اولین ترجیح ہے اور اس سلسلے میں کوئی کوتاہی برداشت نہیں کی جائے گی۔ حکومت پاکستان کی جانب سے جاری کردہ اعلامیے کے مطابق متعلقہ اداروں کو ہدایت کی گئی ہے کہ وہ فوری طور پر اقدامات کریں اور شہریوں کو درپیش مسائل کے حل کے لیے ضروری کارروائی عمل میں لائیں۔ ذرائع کے مطابق اجلاس میں مختلف امور پر تفصیلی غور کیا گیا اور فیصلہ کیا گیا کہ آئندہ ہفتے سے نئی پالیسی پر عملدرآمد شروع کر دیا جائے گا۔ وزیر اعظم نے کہا کہ عوام کی فلاح و بہبود حکومت کی اولین ترجیح ہے اور اس سلسلے میں کوئی کوتاہی برداشت نہیں کی جائے گی۔ حکومت پاکستان کی جانب سے جاری کردہ اعلامیے کے مطابق متعلقہ اداروں کو ہدایت کی گئی ہے کہ وہ فوری طور پر اقدامات کریں اور شہریوں کو درپیش مسائل کے حل کے لیے ضروری کارروائی عمل میں لائیں۔ ذرائع کے مطابق اجلاس میں مختلف امور پر تفصیلی غور کیا گیا اور فیصلہ کیا گیا کہ آئندہ ہفتے سے نئی پالیسی پر عملدرآمد شروع کر دیا جائے گا۔ وزیر اعظم نے کہا کہ عوام کی فلاح و بہبود حکومت کی اولین ترجیح ہے اور اس سلسلے میں کوئی کوتاہی برداشت نہیں کی جائے گی۔ حکومت پاکستان کی جانب سے جاری کردہ اعلامیے کے مطابق متعلقہ اداروں کو ہدایت کی گئی ہے کہ وہ فوری طور پر اقدامات کریں اور شہریوں کو درپیش مسائل کے حل کے لیے ضروری کارروائی عمل میں لائیں۔ ذرائع کے مطابق اجلاس میں مختلف امور پر تفصیلی غور کیا گیا اور فیصلہ کیا گیا کہ آئندہ ہفتے سے نئی پالیسی پر عملدرآمد شروع کر دیا جائے گا۔ وزیر اعظم نے کہا کہ عوام کی فلاح و بہبود حکومت کی اولین ترجیح ہے اور اس سلسلے میں کوئی کوتاہی برداشت نہیں کی جائے گی۔ حکومت پاکستان کی جانب سے جاری کردہ اعلامیے کے مطابق متعلقہ اداروں کو ہدایت کی گئی ہے کہ وہ فوری طور پر اقدامات کریں اور شہریوں کو درپیش مسائل کے حل کے لیے ضروری کارروائی عمل میں لائیں۔ ذرائع کے مطابق اجلاس میں مختلف امور پر تفصیلی غور کیا گیا اور فیصلہ کیا گیا کہ آئندہ ہفتے سے نئی پالیسی پر عملدرآمد شروع کر دیا جائے گا۔ وزیر اعظم نے کہا کہ عوام کی فلاح و بہبود حکومت کی اولین ترجیح ہے اور اس سلسلے میں کوئی کوتاہی برداشت نہیں کی جائے گی۔ حکومت پاکستان کی جانب سے جاری کردہ اعلامیے کے مطابق متعلقہ اداروں کو ہدایت کی گئی ہے کہ وہ فوری طور پر اقدامات کریں اور شہریوں کو درپیش مسائل کے حل کے لیے ضروری کارروائی عمل میں لائیں۔ ذرائع کے مطابق اجلاس میں مختلف امور پر تفصیلی غور کیا گیا اور فیصلہ کیا گیا کہ آئندہ ہفتے سے نئی پالیسی پر عملدرآمد شروع کر دیا جائے گا۔ وزیر اعظم نے کہا کہ عوام کی فلاح و بہبود حکومت کی اولین ترجیح ہے اور اس سلسلے میں کوئی کوتاہی برداشت نہیں کی جائے گی۔ حکومت پاکستان کی جانب سے جاری کردہ اعلامیے کے مطابق متعلقہ اداروں کو ہدایت کی گئی ہے کہ وہ فوری طور پر اقدامات کریں اور شہریوں کو درپیش مسائل کے حل کے لیے ضروری کارروائی عمل میں لائیں۔ ذرائع کے مطابق اجلاس میں مختلف امور پر تفصیلی غور کیا گیا اور فیصلہ کیا گیا کہ آئندہ ہفتے سے نئی پالیسی پر عملدرآمد شروع کر دیا جائے گا۔ وزیر اعظم نے کہا کہ عوام کی فلاح و بہبود حکومت کی اولین ترجیح ہے اور اس سلسلے میں کوئی کوتاہی برداشت نہیں کی جائے گی۔ حکومت پاکستان کی جانب سے جاری کردہ اعلامیے کے مطابق متعلقہ اداروں کو ہدایت کی گئی ہے کہ وہ فوری طور پر اقدامات کریں اور شہریوں کو درپیش مسائل کے حل کے لیے ضروری کارروائی عمل میں لائیں۔ ذرائع کے مطابق اجلاس میں مختلف امور پر تفصیلی غور کیا گیا اور فیصلہ کیا گیا کہ آئندہ ہفتے سے نئی پالیسی پر عملدرآمد شروع کر دیا جائے گا۔ وزیر اعظم نے کہا کہ عوام کی فلاح و بہبود حکومت کی اولین ترجیح ہے اور اس سلسلے میں کوئی کوتاہی برداشت نہیں کی جائے گی۔ حکومت پاکستان کی جانب سے جاری کردہ اعلامیے کے مطابق متعلقہ اداروں کو ہدایت کی گئی ہے کہ وہ فوری طور پر اقدامات کریں اور شہریوں کو درپیش مسائل کے حل کے لیے ضروری کارروائی عمل میں لائیں۔ ذرائع کے مطابق اجلاس میں مختلف امور پر تفصیلی غور کیا گیا اور فیصلہ کیا گیا کہ آئندہ ہفتے سے نئی پالیسی پر عملدرآمد شروع کر دیا جائے گا۔ وزیر اعظم نے کہا کہ عوام کی فلاح و بہبود حکومت کی اولین ترجیح ہے اور اس سلسلے میں کوئی کوتاہی برداشت نہیں کی جائے گی۔ حکومت پاکستان کی جانب سے جاری کردہ اعلامیے کے مطابق متعلقہ اداروں کو ہدایت کی گئی ہے کہ وہ فوری طور پر اقدامات کریں اور شہریوں کو درپیش مسائل کے حل کے لیے ضروری کارروائی عمل میں لائیں۔ ذرائع کے مطابق اجلاس میں مختلف امور پر تفصیلی غور کیا گیا اور فیصلہ کیا گیا کہ آئندہ ہفتے سے نئی پالیسی پر عملدرآمد شروع کر دیا جائے گا۔ وزیر اعظم نے کہا کہ عوام کی فلاح و بہبود حکومت کی اولین ترجیح ہے اور اس سلسلے میں کوئی کوتاہی برداشت نہیں کی جائے گی۔ حکومت پاکستان کی جانب سے جاری کردہ اعلامیے کے مطابق متعلقہ اداروں کو ہدایت کی گئی ہے کہ وہ فوری طور پر اقدامات کریں اور شہریوں کو درپیش مسائل کے حل کے لیے ضروری کارروائی عمل میں لائیں۔ ذرائع کے مطابق اجلاس میں مختلف امور پر تفصیلی غور کیا گیا اور فیصلہ کیا گیا کہ آئندہ ہفتے سے نئی پالیسی پر عملدرآمد شروع کر دیا جائے گا۔ وزیر اعظم نے کہا کہ عوام کی فلاح و بہبود حکومت کی اولین ترجیح ہے اور اس سلسلے میں کوئی کوتاہی برداشت نہیں کی جائے گی۔ — [109, 676, 163, 1318]
section-title: خبر کا عنوان — [168, 669, 190, 674]
section-header — [336, 1320, 390, 1328]
section-number: 6 — [434, 2231, 441, 2238]
section-number: 5 — [434, 1493, 441, 1500]
section-header — [222, 1972, 276, 1980]
section-number: 3 — [434, 15, 441, 23]
news-columns — [1, 13, 494, 2576]
page-number: 5 — [485, 2, 493, 10]
section-title: خبر کا عنوان — [111, 1974, 134, 1979]
ads-phone: 021-35655270,71,72 — [59, 54, 101, 65]
section-header — [444, 15, 493, 23]
article-text: حکومت پاکستان کی جانب سے جاری کردہ اعلامیے کے مطابق متعلقہ اداروں کو ہدایت کی گئی ہے کہ وہ فوری طور پر اقدامات کریں اور شہریوں کو درپیش مسائل کے حل کے لیے ضروری کارروائی عمل میں لائیں۔ ذرائع کے مطابق اجلاس میں مختلف امور پر تفصیلی غور کیا گیا اور فیصلہ کیا گیا کہ آئندہ ہفتے سے نئی پالیسی پر عملدرآمد شروع کر دیا جائے گا۔ وزیر اعظم نے کہا کہ عوام کی فلاح و بہبود حکومت کی اولین ترجیح ہے اور اس سلسلے میں کوئی کوتاہی برداشت نہیں کی جائے گی۔ حکومت پاکستان کی جانب سے جاری کردہ اعلامیے کے مطابق متعلقہ اداروں کو ہدایت کی گئی ہے کہ وہ فوری طور پر اقدامات کریں اور شہریوں کو درپیش مسائل کے حل کے لیے ضروری کارروائی عمل میں لائیں۔ ذرائع کے مطابق اجلاس میں مختلف امور پر تفصیلی غور کیا گیا اور فیصلہ کیا گیا کہ آئندہ ہفتے سے نئی پالیسی پر عملدرآمد شروع کر دیا جائے گا۔ وزیر اعظم نے کہا کہ عوام کی فلاح و بہبود حکومت کی اولین ترجیح ہے اور اس سلسلے میں کوئی کوتاہی برداشت نہیں کی جائے گی۔ حکومت پاکستان کی جانب سے جاری کردہ اعلامیے کے مطابق متعلقہ اداروں کو ہدایت کی گئی ہے کہ وہ فوری طور پر اقدامات کریں اور شہریوں کو درپیش مسائل کے حل کے لیے ضروری کارروائی عمل میں لائیں۔ ذرائع کے مطابق اجلاس میں مختلف امور پر تفصیلی غور کیا گیا اور فیصلہ کیا گیا کہ آئندہ ہفتے سے نئی پالیسی پر عملدرآمد شروع کر دیا جائے گا۔ وزیر اعظم نے کہا کہ عوام کی فلاح و بہبود حکومت کی اولین ترجیح ہے اور اس سلسلے میں کوئی کوتاہی برداشت نہیں کی جائے گی۔ حکومت پاکستان کی جانب سے جاری کردہ اعلامیے کے مطابق متعلقہ اداروں کو ہدایت کی گئی ہے کہ وہ فوری طور پر اقدامات کریں اور شہریوں کو درپیش مسائل کے حل کے لیے ضروری کارروائی عمل میں لائیں۔ ذرائع کے مطابق اجلاس میں مختلف امور پر تفصیلی غور کیا گیا اور فیصلہ کیا گیا کہ آئندہ ہفتے سے نئی پالیسی پر عملدرآمد شروع کر دیا جائے گا۔ وزیر اعظم نے کہا کہ عوام کی فلاح و بہبود حکومت کی اولین ترجیح ہے اور اس سلسلے میں کوئی کوتاہی برداشت نہیں کی جائے گی۔ حکومت پاکستان کی جانب سے جاری کردہ اعلامیے کے مطابق متعلقہ اداروں کو ہدایت کی گئی ہے کہ وہ فوری طور پر اقدامات کریں اور شہریوں کو درپیش مسائل کے حل کے لیے ضروری کارروائی عمل میں لائیں۔ ذرائع کے مطابق اجلاس میں مختلف امور پر تفصیلی غور کیا گیا اور فیصلہ کیا گیا کہ آئندہ ہفتے سے نئی پالیسی پر عملدرآمد شروع کر دیا جائے گا۔ وزیر اعظم نے کہا کہ عوام کی فلاح و بہبود حکومت کی اولین ترجیح ہے اور اس سلسلے میں کوئی کوتاہی برداشت نہیں کی جائے گی۔ حکومت پاکستان کی جانب سے جاری کردہ اعلامیے کے مطابق متعلقہ اداروں کو ہدایت کی گئی ہے کہ وہ فوری طور پر اقدامات کریں اور شہریوں کو درپیش مسائل کے حل کے لیے ضروری کارروائی عمل میں لائیں۔ ذرائع کے مطابق اجلاس میں مختلف امور پر تفصیلی غور کیا گیا اور فیصلہ کیا گیا کہ آئندہ ہفتے سے نئی پالیسی پر عملدرآمد شروع کر دیا جائے گا۔ وزیر اعظم نے کہا کہ عوام کی فلاح و بہبود حکومت کی اولین ترجیح ہے اور اس سلسلے میں کوئی کوتاہی برداشت نہیں کی جائے گی۔ حکومت پاکستان کی جانب سے جاری کردہ اعلامیے کے مطابق متعلقہ اداروں کو ہدایت کی گئی ہے کہ وہ فوری طور پر اقدامات کریں اور شہریوں کو درپیش مسائل کے حل کے لیے ضروری کارروائی عمل میں لائیں۔ ذرائع کے مطابق اجلاس میں مختلف امور پر تفصیلی غور کیا گیا اور فیصلہ کیا گیا کہ آئندہ ہفتے سے نئی پالیسی پر عملدرآمد شروع کر دیا جائے گا۔ وزیر اعظم نے کہا کہ عوام کی فلاح و بہبود حکومت کی اولین ترجیح ہے اور اس سلسلے میں کوئی کوتاہی برداشت نہیں کی جائے گی۔ حکومت پاکستان کی جانب سے جاری کردہ اعلامیے کے مطابق متعلقہ اداروں کو ہدایت کی گئی ہے کہ وہ فوری طور پر اقدامات کریں اور شہریوں کو درپیش مسائل کے حل کے لیے ضروری کارروائی عمل میں لائیں۔ ذرائع کے مطابق اجلاس میں مختلف امور پر تفصیلی غور کیا گیا اور فیصلہ کیا گیا کہ آئندہ ہفتے سے نئی پالیسی پر عملدرآمد شروع کر دیا جائے گا۔ وزیر اعظم نے کہا کہ عوام کی فلاح و بہبود حکومت کی اولین ترجیح ہے اور اس سلسلے میں کوئی کوتاہی برداشت نہیں کی جائے گی۔ حکومت پاکستان کی جانب سے جاری کردہ اعلامیے کے مطابق متعلقہ اداروں کو ہدایت کی گئی ہے کہ وہ فوری طور پر اقدامات کریں اور شہریوں کو درپیش مسائل کے حل کے لیے ضروری کارروائی عمل میں لائیں۔ ذرائع کے مطابق اجلاس میں مختلف امور پر تفصیلی غور کیا گیا اور فیصلہ کیا گیا کہ آئندہ ہفتے سے نئی پالیسی پر عملدرآمد شروع کر دیا جائے گا۔ وزیر اعظم نے کہا کہ عوام کی فلاح و بہبود حکومت کی اولین ترجیح ہے اور اس سلسلے میں کوئی کوتاہی برداشت نہیں کی جائے گی۔ حکومت پاکستان کی جانب سے جاری کردہ اعلامیے کے مطابق متعلقہ اداروں کو ہدایت کی گئی ہے کہ وہ فوری طور پر اقدامات کریں اور شہریوں کو درپیش مسائل کے حل کے لیے ضروری کارروائی عمل میں لائیں۔ ذرائع کے مطابق اجلاس میں مختلف امور پر تفصیلی غور کیا گیا اور فیصلہ کیا گیا کہ آئندہ ہفتے سے نئی پالیسی پر عملدرآمد شروع کر دیا جائے گا۔ وزیر اعظم نے کہا کہ عوام کی فلاح و بہبود حکومت کی اولین ترجیح ہے اور اس سلسلے میں کوئی کوتاہی برداشت نہیں کی جائے گی۔ حکومت پاکستان کی جانب سے جاری کردہ اعلامیے کے مطابق متعلقہ اداروں کو ہدایت کی گئی ہے کہ وہ فوری طور پر اقدامات کریں اور شہریوں کو درپیش مسائل کے حل کے لیے ضروری کارروائی عمل میں لائیں۔ ذرائع کے مطابق اجلاس میں مختلف امور پر تفصیلی غور کیا گیا اور فیصلہ کیا گیا کہ آئندہ ہفتے سے نئی پالیسی پر عملدرآمد شروع کر دیا جائے گا۔ وزیر اعظم نے کہا کہ عوام کی فلاح و بہبود حکومت کی اولین ترجیح ہے اور اس سلسلے میں کوئی کوتاہی برداشت نہیں کی جائے گی۔ حکومت پاکستان کی جانب سے جاری کردہ اعلامیے کے مطابق متعلقہ اداروں کو ہدایت کی گئی ہے کہ وہ فوری طور پر اقدامات کریں اور شہریوں کو درپیش مسائل کے حل کے لیے ضروری کارروائی عمل میں لائیں۔ ذرائع کے مطابق اجلاس میں مختلف امور پر تفصیلی غور کیا گیا اور فیصلہ کیا گیا کہ آئندہ ہفتے سے نئی پالیسی پر عملدرآمد شروع کر دیا جائے گا۔ وزیر اعظم نے کہا کہ عوام کی فلاح و بہبود حکومت کی اولین ترجیح ہے اور اس سلسلے میں کوئی کوتاہی برداشت نہیں کی جائے گی۔ — [166, 1328, 220, 1971]
news-column-8 — [53, 13, 107, 1416]
section-number: 43 — [95, 751, 106, 758]
section-title: خبر کا عنوان — [282, 1321, 304, 1327]
article-text: حکومت پاکستان کی جانب سے جاری کردہ اعلامیے کے مطابق متعلقہ اداروں کو ہدایت کی گئی ہے کہ وہ فوری طور پر اقدامات کریں اور شہریوں کو درپیش مسائل کے حل کے لیے ضروری کارروائی عمل میں لائیں۔ ذرائع کے مطابق اجلاس میں مختلف امور پر تفصیلی غور کیا گیا اور فیصلہ کیا گیا کہ آئندہ ہفتے سے نئی پالیسی پر عملدرآمد شروع کر دیا جائے گا۔ وزیر اعظم نے کہا کہ عوام کی فلاح و بہبود حکومت کی اولین ترجیح ہے اور اس سلسلے میں کوئی کوتاہی برداشت نہیں کی جائے گی۔ حکومت پاکستان کی جانب سے جاری کردہ اعلامیے کے مطابق متعلقہ اداروں کو ہدایت کی گئی ہے کہ وہ فوری طور پر اقدامات کریں اور شہریوں کو درپیش مسائل کے حل کے لیے ضروری کارروائی عمل میں لائیں۔ ذرائع کے مطابق اجلاس میں مختلف امور پر تفصیلی غور کیا گیا اور فیصلہ کیا گیا کہ آئندہ ہفتے سے نئی پالیسی پر عملدرآمد شروع کر دیا جائے گا۔ وزیر اعظم نے کہا کہ عوام کی فلاح و بہبود حکومت کی اولین ترجیح ہے اور اس سلسلے میں کوئی کوتاہی برداشت نہیں کی جائے گی۔ حکومت پاکستان کی جانب سے جاری کردہ اعلامیے کے مطابق متعلقہ اداروں کو ہدایت کی گئی ہے کہ وہ فوری طور پر اقدامات کریں اور شہریوں کو درپیش مسائل کے حل کے لیے ضروری کارروائی عمل میں لائیں۔ ذرائع کے مطابق اجلاس میں مختلف امور پر تفصیلی غور کیا گیا اور فیصلہ کیا گیا کہ آئندہ ہفتے سے نئی پالیسی پر عملدرآمد شروع کر دیا جائے گا۔ وزیر اعظم نے کہا کہ عوام کی فلاح و بہبود حکومت کی اولین ترجیح ہے اور اس سلسلے میں کوئی کوتاہی برداشت نہیں کی جائے گی۔ حکومت پاکستان کی جانب سے جاری کردہ اعلامیے کے مطابق متعلقہ اداروں کو ہدایت کی گئی ہے کہ وہ فوری طور پر اقدامات کریں اور شہریوں کو درپیش مسائل کے حل کے لیے ضروری کارروائی عمل میں لائیں۔ ذرائع کے مطابق اجلاس میں مختلف امور پر تفصیلی غور کیا گیا اور فیصلہ کیا گیا کہ آئندہ ہفتے سے نئی پالیسی پر عملدرآمد شروع کر دیا جائے گا۔ وزیر اعظم نے کہا کہ عوام کی فلاح و بہبود حکومت کی اولین ترجیح ہے اور اس سلسلے میں کوئی کوتاہی برداشت نہیں کی جائے گی۔ حکومت پاکستان کی جانب سے جاری کردہ اعلامیے کے مطابق متعلقہ اداروں کو ہدایت کی گئی ہے کہ وہ فوری طور پر اقدامات کریں اور شہریوں کو درپیش مسائل کے حل کے لیے ضروری کارروائی عمل میں لائیں۔ ذرائع کے مطابق اجلاس میں مختلف امور پر تفصیلی غور کیا گیا اور فیصلہ کیا گیا کہ آئندہ ہفتے سے نئی پالیسی پر عملدرآمد شروع کر دیا جائے گا۔ وزیر اعظم نے کہا کہ عوام کی فلاح و بہبود حکومت کی اولین ترجیح ہے اور اس سلسلے میں کوئی کوتاہی برداشت نہیں کی جائے گی۔ حکومت پاکستان کی جانب سے جاری کردہ اعلامیے کے مطابق متعلقہ اداروں کو ہدایت کی گئی ہے کہ وہ فوری طور پر اقدامات کریں اور شہریوں کو درپیش مسائل کے حل کے لیے ضروری کارروائی عمل میں لائیں۔ ذرائع کے مطابق اجلاس میں مختلف امور پر تفصیلی غور کیا گیا اور فیصلہ کیا گیا کہ آئندہ ہفتے سے نئی پالیسی پر عملدرآمد شروع کر دیا جائے گا۔ وزیر اعظم نے کہا کہ عوام کی فلاح و بہبود حکومت کی اولین ترجیح ہے اور اس سلسلے میں کوئی کوتاہی برداشت نہیں کی جائے گی۔ حکومت پاکستان کی جانب سے جاری کردہ اعلامیے کے مطابق متعلقہ اداروں کو ہدایت کی گئی ہے کہ وہ فوری طور پر اقدامات کریں اور شہریوں کو درپیش مسائل کے حل کے لیے ضروری کارروائی عمل میں لائیں۔ ذرائع کے مطابق اجلاس میں مختلف امور پر تفصیلی غور کیا گیا اور فیصلہ کیا گیا کہ آئندہ ہفتے سے نئی پالیسی پر عملدرآمد شروع کر دیا جائے گا۔ وزیر اعظم نے کہا کہ عوام کی فلاح و بہبود حکومت کی اولین ترجیح ہے اور اس سلسلے میں کوئی کوتاہی برداشت نہیں کی جائے گی۔ حکومت پاکستان کی جانب سے جاری کردہ اعلامیے کے مطابق متعلقہ اداروں کو ہدایت کی گئی ہے کہ وہ فوری طور پر اقدامات کریں اور شہریوں کو درپیش مسائل کے حل کے لیے ضروری کارروائی عمل میں لائیں۔ ذرائع کے مطابق اجلاس میں مختلف امور پر تفصیلی غور کیا گیا اور فیصلہ کیا گیا کہ آئندہ ہفتے سے نئی پالیسی پر عملدرآمد شروع کر دیا جائے گا۔ وزیر اعظم نے کہا کہ عوام کی فلاح و بہبود حکومت کی اولین ترجیح ہے اور اس سلسلے میں کوئی کوتاہی برداشت نہیں کی جائے گی۔ حکومت پاکستان کی جانب سے جاری کردہ اعلامیے کے مطابق متعلقہ اداروں کو ہدایت کی گئی ہے کہ وہ فوری طور پر اقدامات کریں اور شہریوں کو درپیش مسائل کے حل کے لیے ضروری کارروائی عمل میں لائیں۔ ذرائع کے مطابق اجلاس میں مختلف امور پر تفصیلی غور کیا گیا اور فیصلہ کیا گیا کہ آئندہ ہفتے سے نئی پالیسی پر عملدرآمد شروع کر دیا جائے گا۔ وزیر اعظم نے کہا کہ عوام کی فلاح و بہبود حکومت کی اولین ترجیح ہے اور اس سلسلے میں کوئی کوتاہی برداشت نہیں کی جائے گی۔ حکومت پاکستان کی جانب سے جاری کردہ اعلامیے کے مطابق متعلقہ اداروں کو ہدایت کی گئی ہے کہ وہ فوری طور پر اقدامات کریں اور شہریوں کو درپیش مسائل کے حل کے لیے ضروری کارروائی عمل میں لائیں۔ ذرائع کے مطابق اجلاس میں مختلف امور پر تفصیلی غور کیا گیا اور فیصلہ کیا گیا کہ آئندہ ہفتے سے نئی پالیسی پر عملدرآمد شروع کر دیا جائے گا۔ وزیر اعظم نے کہا کہ عوام کی فلاح و بہبود حکومت کی اولین ترجیح ہے اور اس سلسلے میں کوئی کوتاہی برداشت نہیں کی جائے گی۔ حکومت پاکستان کی جانب سے جاری کردہ اعلامیے کے مطابق متعلقہ اداروں کو ہدایت کی گئی ہے کہ وہ فوری طور پر اقدامات کریں اور شہریوں کو درپیش مسائل کے حل کے لیے ضروری کارروائی عمل میں لائیں۔ ذرائع کے مطابق اجلاس میں مختلف امور پر تفصیلی غور کیا گیا اور فیصلہ کیا گیا کہ آئندہ ہفتے سے نئی پالیسی پر عملدرآمد شروع کر دیا جائے گا۔ وزیر اعظم نے کہا کہ عوام کی فلاح و بہبود حکومت کی اولین ترجیح ہے اور اس سلسلے میں کوئی کوتاہی برداشت نہیں کی جائے گی۔ حکومت پاکستان کی جانب سے جاری کردہ اعلامیے کے مطابق متعلقہ اداروں کو ہدایت کی گئی ہے کہ وہ فوری طور پر اقدامات کریں اور شہریوں کو درپیش مسائل کے حل کے لیے ضروری کارروائی عمل میں لائیں۔ ذرائع کے مطابق اجلاس میں مختلف امور پر تفصیلی غور کیا گیا اور فیصلہ کیا گیا کہ آئندہ ہفتے سے نئی پالیسی پر عملدرآمد شروع کر دیا جائے گا۔ وزیر اعظم نے کہا کہ عوام کی فلاح و بہبود حکومت کی اولین ترجیح ہے اور اس سلسلے میں کوئی کوتاہی برداشت نہیں کی جائے گی۔ — [444, 24, 493, 752]
section-header — [336, 15, 390, 23]
section-title: خبر کا عنوان — [338, 1974, 360, 1979]
article-text: حکومت پاکستان کی جانب سے جاری کردہ اعلامیے کے مطابق متعلقہ اداروں کو ہدایت کی گئی ہے کہ وہ فوری طور پر اقدامات کریں اور شہریوں کو درپیش مسائل کے حل کے لیے ضروری کارروائی عمل میں لائیں۔ ذرائع کے مطابق اجلاس میں مختلف امور پر تفصیلی غور کیا گیا اور فیصلہ کیا گیا کہ آئندہ ہفتے سے نئی پالیسی پر عملدرآمد شروع کر دیا جائے گا۔ وزیر اعظم نے کہا کہ عوام کی فلاح و بہبود حکومت کی اولین ترجیح ہے اور اس سلسلے میں کوئی کوتاہی برداشت نہیں کی جائے گی۔ حکومت پاکستان کی جانب سے جاری کردہ اعلامیے کے مطابق متعلقہ اداروں کو ہدایت کی گئی ہے کہ وہ فوری طور پر اقدامات کریں اور شہریوں کو درپیش مسائل کے حل کے لیے ضروری کارروائی عمل میں لائیں۔ ذرائع کے مطابق اجلاس میں مختلف امور پر تفصیلی غور کیا گیا اور فیصلہ کیا گیا کہ آئندہ ہفتے سے نئی پالیسی پر عملدرآمد شروع کر دیا جائے گا۔ وزیر اعظم نے کہا کہ عوام کی فلاح و بہبود حکومت کی اولین ترجیح ہے اور اس سلسلے میں کوئی کوتاہی برداشت نہیں کی جائے گی۔ حکومت پاکستان کی جانب سے جاری کردہ اعلامیے کے مطابق متعلقہ اداروں کو ہدایت کی گئی ہے کہ وہ فوری طور پر اقدامات کریں اور شہریوں کو درپیش مسائل کے حل کے لیے ضروری کارروائی عمل میں لائیں۔ ذرائع کے مطابق اجلاس میں مختلف امور پر تفصیلی غور کیا گیا اور فیصلہ کیا گیا کہ آئندہ ہفتے سے نئی پالیسی پر عملدرآمد شروع کر دیا جائے گا۔ وزیر اعظم نے کہا کہ عوام کی فلاح و بہبود حکومت کی اولین ترجیح ہے اور اس سلسلے میں کوئی کوتاہی برداشت نہیں کی جائے گی۔ حکومت پاکستان کی جانب سے جاری کردہ اعلامیے کے مطابق متعلقہ اداروں کو ہدایت کی گئی ہے کہ وہ فوری طور پر اقدامات کریں اور شہریوں کو درپیش مسائل کے حل کے لیے ضروری کارروائی عمل میں لائیں۔ ذرائع کے مطابق اجلاس میں مختلف امور پر تفصیلی غور کیا گیا اور فیصلہ کیا گیا کہ آئندہ ہفتے سے نئی پالیسی پر عملدرآمد شروع کر دیا جائے گا۔ وزیر اعظم نے کہا کہ عوام کی فلاح و بہبود حکومت کی اولین ترجیح ہے اور اس سلسلے میں کوئی کوتاہی برداشت نہیں کی جائے گی۔ حکومت پاکستان کی جانب سے جاری کردہ اعلامیے کے مطابق متعلقہ اداروں کو ہدایت کی گئی ہے کہ وہ فوری طور پر اقدامات کریں اور شہریوں کو درپیش مسائل کے حل کے لیے ضروری کارروائی عمل میں لائیں۔ ذرائع کے مطابق اجلاس میں مختلف امور پر تفصیلی غور کیا گیا اور فیصلہ کیا گیا کہ آئندہ ہفتے سے نئی پالیسی پر عملدرآمد شروع کر دیا جائے گا۔ وزیر اعظم نے کہا کہ عوام کی فلاح و بہبود حکومت کی اولین ترجیح ہے اور اس سلسلے میں کوئی کوتاہی برداشت نہیں کی جائے گی۔ حکومت پاکستان کی جانب سے جاری کردہ اعلامیے کے مطابق متعلقہ اداروں کو ہدایت کی گئی ہے کہ وہ فوری طور پر اقدامات کریں اور شہریوں کو درپیش مسائل کے حل کے لیے ضروری کارروائی عمل میں لائیں۔ ذرائع کے مطابق اجلاس میں مختلف امور پر تفصیلی غور کیا گیا اور فیصلہ کیا گیا کہ آئندہ ہفتے سے نئی پالیسی پر عملدرآمد شروع کر دیا جائے گا۔ وزیر اعظم نے کہا کہ عوام کی فلاح و بہبود حکومت کی اولین ترجیح ہے اور اس سلسلے میں کوئی کوتاہی برداشت نہیں کی جائے گی۔ حکومت پاکستان کی جانب سے جاری کردہ اعلامیے کے مطابق متعلقہ اداروں کو ہدایت کی گئی ہے کہ وہ فوری طور پر اقدامات کریں اور شہریوں کو درپیش مسائل کے حل کے لیے ضروری کارروائی عمل میں لائیں۔ ذرائع کے مطابق اجلاس میں مختلف امور پر تفصیلی غور کیا گیا اور فیصلہ کیا گیا کہ آئندہ ہفتے سے نئی پالیسی پر عملدرآمد شروع کر دیا جائے گا۔ وزیر اعظم نے کہا کہ عوام کی فلاح و بہبود حکومت کی اولین ترجیح ہے اور اس سلسلے میں کوئی کوتاہی برداشت نہیں کی جائے گی۔ حکومت پاکستان کی جانب سے جاری کردہ اعلامیے کے مطابق متعلقہ اداروں کو ہدایت کی گئی ہے کہ وہ فوری طور پر اقدامات کریں اور شہریوں کو درپیش مسائل کے حل کے لیے ضروری کارروائی عمل میں لائیں۔ ذرائع کے مطابق اجلاس میں مختلف امور پر تفصیلی غور کیا گیا اور فیصلہ کیا گیا کہ آئندہ ہفتے سے نئی پالیسی پر عملدرآمد شروع کر دیا جائے گا۔ وزیر اعظم نے کہا کہ عوام کی فلاح و بہبود حکومت کی اولین ترجیح ہے اور اس سلسلے میں کوئی کوتاہی برداشت نہیں کی جائے گی۔ حکومت پاکستان کی جانب سے جاری کردہ اعلامیے کے مطابق متعلقہ اداروں کو ہدایت کی گئی ہے کہ وہ فوری طور پر اقدامات کریں اور شہریوں کو درپیش مسائل کے حل کے لیے ضروری کارروائی عمل میں لائیں۔ ذرائع کے مطابق اجلاس میں مختلف امور پر تفصیلی غور کیا گیا اور فیصلہ کیا گیا کہ آئندہ ہفتے سے نئی پالیسی پر عملدرآمد شروع کر دیا جائے گا۔ وزیر اعظم نے کہا کہ عوام کی فلاح و بہبود حکومت کی اولین ترجیح ہے اور اس سلسلے میں کوئی کوتاہی برداشت نہیں کی جائے گی۔ حکومت پاکستان کی جانب سے جاری کردہ اعلامیے کے مطابق متعلقہ اداروں کو ہدایت کی گئی ہے کہ وہ فوری طور پر اقدامات کریں اور شہریوں کو درپیش مسائل کے حل کے لیے ضروری کارروائی عمل میں لائیں۔ ذرائع کے مطابق اجلاس میں مختلف امور پر تفصیلی غور کیا گیا اور فیصلہ کیا گیا کہ آئندہ ہفتے سے نئی پالیسی پر عملدرآمد شروع کر دیا جائے گا۔ وزیر اعظم نے کہا کہ عوام کی فلاح و بہبود حکومت کی اولین ترجیح ہے اور اس سلسلے میں کوئی کوتاہی برداشت نہیں کی جائے گی۔ حکومت پاکستان کی جانب سے جاری کردہ اعلامیے کے مطابق متعلقہ اداروں کو ہدایت کی گئی ہے کہ وہ فوری طور پر اقدامات کریں اور شہریوں کو درپیش مسائل کے حل کے لیے ضروری کارروائی عمل میں لائیں۔ ذرائع کے مطابق اجلاس میں مختلف امور پر تفصیلی غور کیا گیا اور فیصلہ کیا گیا کہ آئندہ ہفتے سے نئی پالیسی پر عملدرآمد شروع کر دیا جائے گا۔ وزیر اعظم نے کہا کہ عوام کی فلاح و بہبود حکومت کی اولین ترجیح ہے اور اس سلسلے میں کوئی کوتاہی برداشت نہیں کی جائے گی۔ حکومت پاکستان کی جانب سے جاری کردہ اعلامیے کے مطابق متعلقہ اداروں کو ہدایت کی گئی ہے کہ وہ فوری طور پر اقدامات کریں اور شہریوں کو درپیش مسائل کے حل کے لیے ضروری کارروائی عمل میں لائیں۔ ذرائع کے مطابق اجلاس میں مختلف امور پر تفصیلی غور کیا گیا اور فیصلہ کیا گیا کہ آئندہ ہفتے سے نئی پالیسی پر عملدرآمد شروع کر دیا جائے گا۔ وزیر اعظم نے کہا کہ عوام کی فلاح و بہبود حکومت کی اولین ترجیح ہے اور اس سلسلے میں کوئی کوتاہی برداشت نہیں کی جائے گی۔ — [392, 24, 441, 752]
ads-address: اشتہارات کی بکنگ کے لیے رابطہ کریں — [57, 43, 103, 54]
section-title: خبر کا عنوان — [225, 669, 247, 674]
section-title: خبر کا عنوان — [338, 1321, 360, 1327]
section-number: 12 — [379, 668, 389, 675]
section-header — [109, 1972, 163, 1980]
